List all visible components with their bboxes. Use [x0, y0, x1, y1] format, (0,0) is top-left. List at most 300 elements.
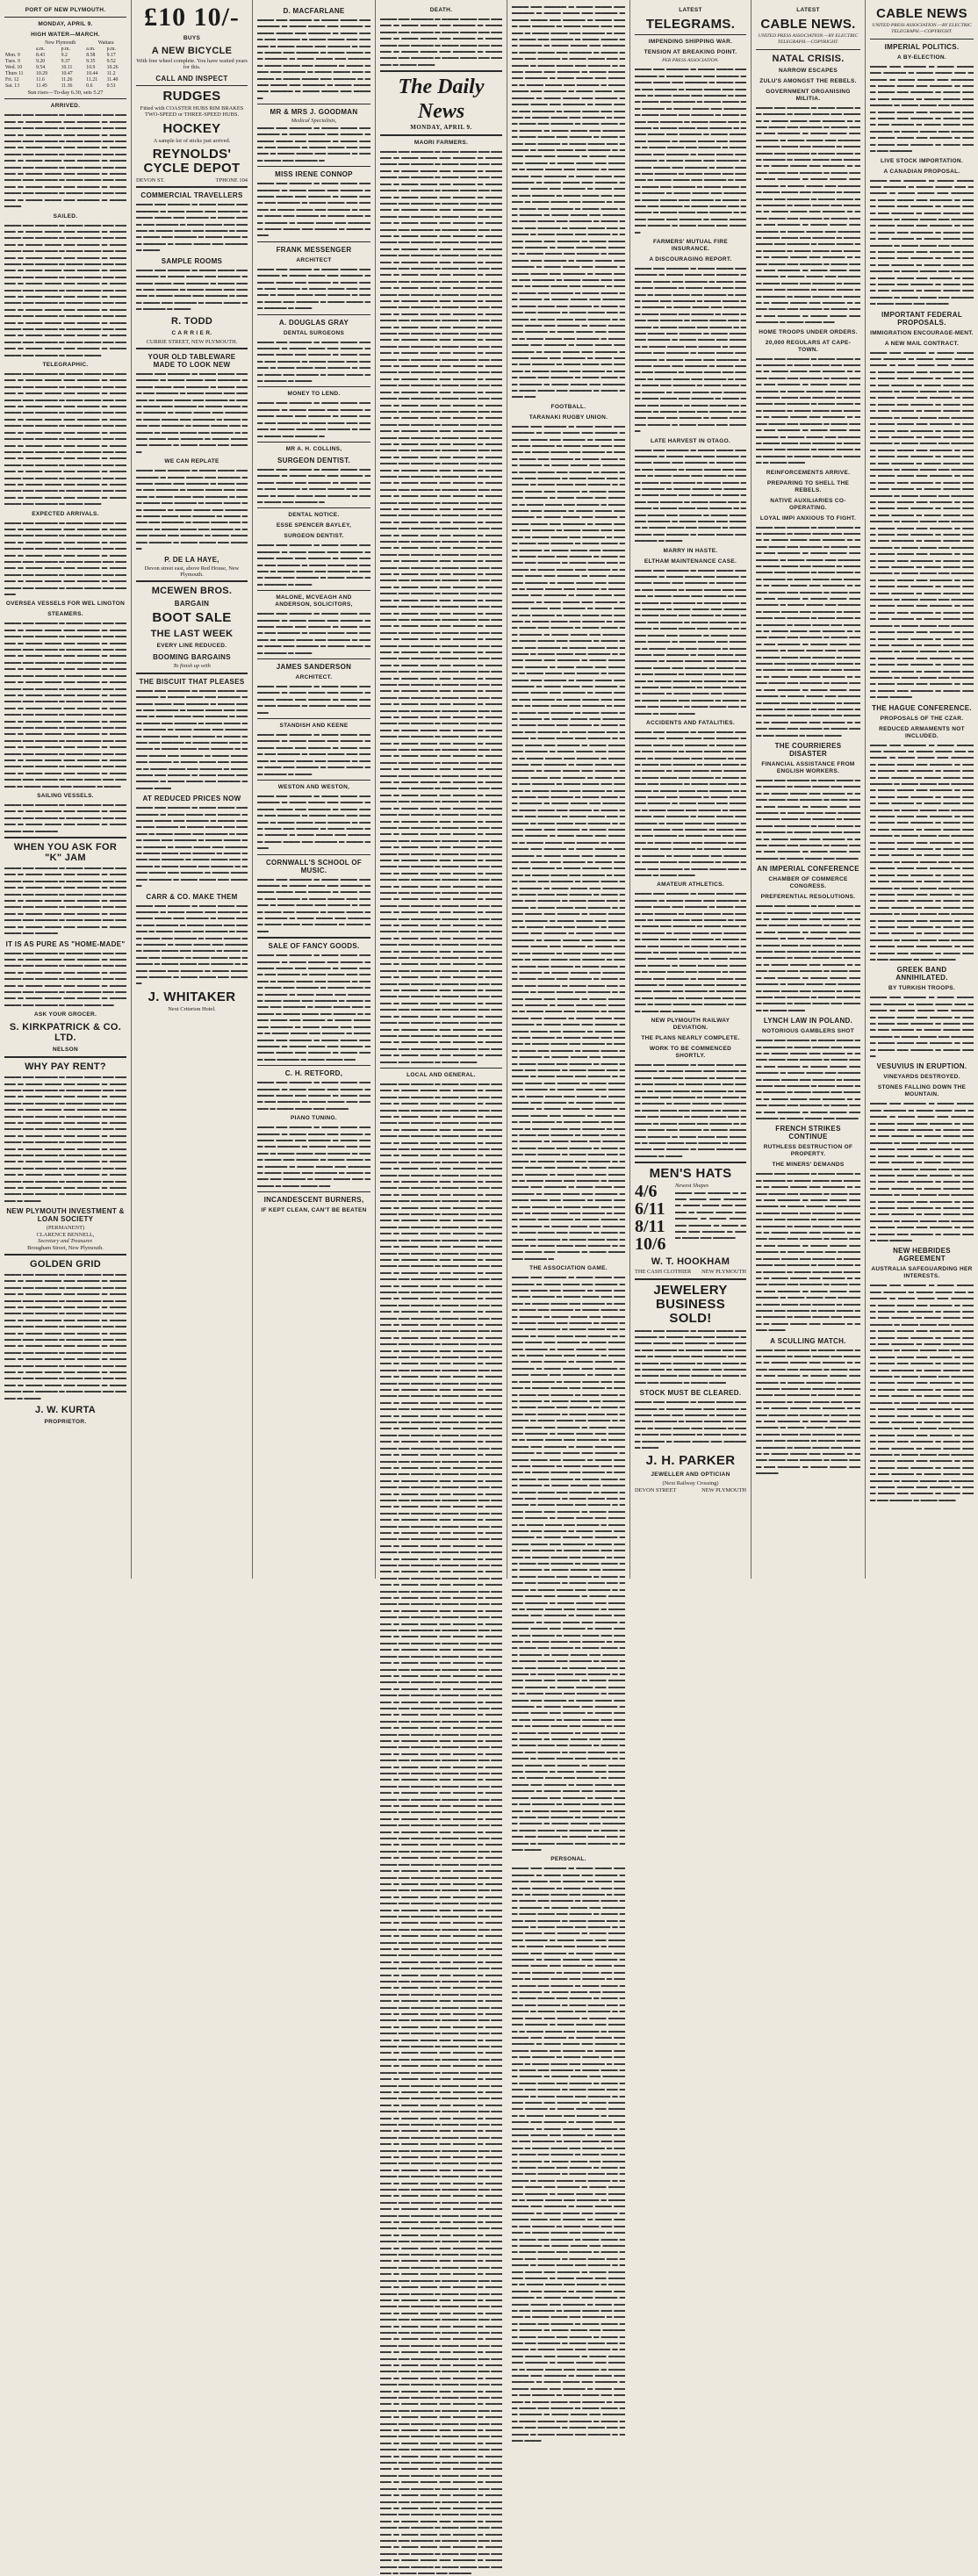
story-subheading: TENSION AT BREAKING POINT.: [644, 49, 737, 55]
rudges-title: RUDGES: [162, 88, 221, 104]
body-text: ▬▬▬ ▬▬ ▬▬▬▬ ▬ ▬▬▬ ▬▬▬ ▬▬ ▬▬▬▬ ▬ ▬▬▬ ▬▬▬ ▬▬ ▬▬▬▬ ▬ ▬▬▬ ▬▬▬ ▬▬ ▬▬▬▬ ▬ ▬▬▬ ▬▬▬ ▬▬ ▬▬▬▬ ▬ ▬▬▬ ▬▬▬ ▬▬ ▬▬▬▬ ▬ ▬▬▬ ▬▬▬ ▬▬ ▬▬▬▬ ▬ ▬▬▬ ▬▬▬ ▬▬ ▬▬▬▬ ▬ ▬▬▬ ▬▬▬ ▬▬ ▬▬▬▬ ▬ ▬▬▬ ▬▬▬ ▬▬ ▬▬▬▬ ▬ ▬▬▬ ▬▬▬ ▬▬ ▬▬▬▬ ▬ ▬▬▬ ▬▬▬ ▬▬ ▬▬▬▬ ▬ ▬▬▬ ▬▬▬ ▬▬ ▬▬▬▬ ▬ ▬▬▬ ▬▬▬ ▬▬ ▬▬▬▬ ▬ ▬▬▬ ▬▬▬ ▬▬ ▬▬▬▬ ▬ ▬▬▬ ▬▬▬ ▬▬ ▬▬▬▬ ▬ ▬▬▬ ▬▬▬ ▬▬ ▬▬▬▬ ▬ ▬▬▬ ▬▬▬ ▬▬ ▬▬▬▬ ▬ ▬▬▬ ▬▬▬ ▬▬ ▬▬▬▬ ▬ ▬▬▬ ▬▬▬ ▬▬ ▬▬▬▬ ▬ ▬▬▬ ▬▬▬ ▬▬ ▬▬▬▬ ▬ ▬▬▬ ▬▬▬ ▬▬ ▬▬▬▬ ▬ ▬▬▬ ▬▬▬ ▬▬ ▬▬▬▬ ▬ ▬▬▬ ▬▬▬ ▬▬ ▬▬▬▬ ▬ ▬▬▬ ▬▬▬ ▬▬ ▬▬▬▬: [756, 1346, 862, 1477]
divider: [635, 1162, 746, 1163]
divider: [257, 442, 370, 443]
story-subheading: WORK TO BE COMMENCED SHORTLY.: [649, 1046, 732, 1060]
rent-ad-title: WHY PAY RENT?: [25, 1061, 106, 1073]
story-subheading: REDUCED ARMAMENTS NOT INCLUDED.: [879, 725, 965, 739]
story-heading: ACCIDENTS AND FATALITIES.: [646, 719, 735, 726]
body-text: ▬▬▬ ▬▬ ▬▬▬▬ ▬ ▬▬▬ ▬▬▬ ▬▬ ▬▬▬▬ ▬ ▬▬▬ ▬▬▬ ▬▬ ▬▬▬▬ ▬ ▬▬▬ ▬▬▬ ▬▬ ▬▬▬▬ ▬ ▬▬▬ ▬▬▬ ▬▬ ▬▬▬▬ ▬ ▬▬▬ ▬▬▬ ▬▬ ▬▬▬▬ ▬ ▬▬▬ ▬▬▬ ▬▬ ▬▬▬▬ ▬ ▬▬▬ ▬▬▬ ▬▬ ▬▬▬▬ ▬ ▬▬▬ ▬▬▬ ▬▬ ▬▬▬▬ ▬ ▬▬▬ ▬▬▬ ▬▬ ▬▬▬▬ ▬ ▬▬▬ ▬▬▬ ▬▬ ▬▬▬▬ ▬ ▬▬▬ ▬▬▬ ▬▬ ▬▬▬▬ ▬ ▬▬▬ ▬▬▬ ▬▬ ▬▬▬▬ ▬ ▬▬▬ ▬▬▬ ▬▬ ▬▬▬▬ ▬ ▬▬▬ ▬▬▬ ▬▬ ▬▬▬▬ ▬ ▬▬▬ ▬▬▬ ▬▬ ▬▬▬▬ ▬ ▬▬▬ ▬▬▬ ▬▬ ▬▬▬▬ ▬ ▬▬▬ ▬▬▬ ▬▬ ▬▬▬▬ ▬ ▬▬▬ ▬▬▬ ▬▬ ▬▬▬▬ ▬ ▬▬▬ ▬▬▬ ▬▬ ▬▬▬▬ ▬ ▬▬▬ ▬▬▬ ▬▬ ▬▬▬▬ ▬ ▬▬▬ ▬▬▬: [136, 687, 249, 791]
story-heading: AMATEUR ATHLETICS.: [657, 881, 724, 889]
tide-cell: 10.47: [61, 71, 73, 76]
association-heading: THE ASSOCIATION GAME.: [529, 1265, 608, 1272]
telegrams-title: TELEGRAMS.: [645, 17, 736, 32]
jam-ad-title: WHEN YOU ASK FOR "K" JAM: [13, 842, 118, 864]
body-text: ▬▬▬ ▬▬ ▬▬▬▬ ▬ ▬▬▬ ▬▬▬ ▬▬ ▬▬▬▬ ▬ ▬▬▬ ▬▬▬ ▬▬ ▬▬▬▬ ▬ ▬▬▬ ▬▬▬ ▬▬ ▬▬▬▬ ▬ ▬▬▬ ▬▬▬ ▬▬ ▬▬▬▬ ▬ ▬▬▬ ▬▬▬ ▬▬ ▬▬▬▬ ▬ ▬▬▬ ▬▬▬ ▬▬ ▬▬▬▬ ▬ ▬▬▬ ▬▬▬ ▬▬ ▬▬▬▬ ▬ ▬▬▬ ▬▬▬ ▬▬ ▬▬▬▬ ▬ ▬▬▬ ▬▬▬ ▬▬ ▬▬▬▬ ▬ ▬▬▬ ▬▬▬ ▬▬ ▬▬▬▬ ▬ ▬▬▬ ▬▬▬ ▬▬ ▬▬▬▬ ▬ ▬▬▬ ▬▬▬ ▬▬ ▬▬▬▬ ▬ ▬▬▬ ▬▬▬ ▬▬ ▬▬▬▬ ▬ ▬▬▬ ▬▬▬ ▬▬ ▬▬▬▬ ▬ ▬▬▬ ▬▬▬ ▬▬ ▬▬▬▬ ▬ ▬▬▬ ▬▬▬ ▬▬ ▬▬▬▬ ▬ ▬▬▬ ▬▬▬ ▬▬ ▬▬▬▬ ▬ ▬▬▬ ▬▬▬ ▬▬ ▬▬▬▬ ▬ ▬▬▬ ▬▬▬ ▬▬ ▬▬▬▬ ▬ ▬▬▬ ▬▬▬ ▬▬ ▬▬▬▬ ▬ ▬▬▬ ▬▬▬: [4, 112, 128, 210]
card-title: A. DOUGLAS GRAY: [278, 318, 349, 327]
parker-address: (Next Railway Crossing): [662, 1480, 719, 1487]
story-heading: NEW HEBRIDES AGREEMENT: [893, 1247, 951, 1263]
whitaker-address: Next Criterion Hotel.: [168, 1005, 216, 1012]
bicycle-note: With free wheel complete. You have waited years for this.: [136, 58, 248, 71]
tide-cell: 11.21: [86, 77, 98, 83]
body-text: ▬▬▬ ▬▬ ▬▬▬▬ ▬ ▬▬▬ ▬▬▬ ▬▬ ▬▬▬▬ ▬ ▬▬▬ ▬▬▬ ▬▬ ▬▬▬▬ ▬ ▬▬▬ ▬▬▬ ▬▬ ▬▬▬▬ ▬ ▬▬▬ ▬▬▬ ▬▬ ▬▬▬▬ ▬ ▬▬▬ ▬▬▬ ▬▬ ▬▬▬▬ ▬ ▬▬▬ ▬▬▬ ▬▬ ▬▬▬▬ ▬ ▬▬▬ ▬▬▬ ▬▬ ▬▬▬▬ ▬ ▬▬▬ ▬▬▬ ▬▬ ▬▬▬▬ ▬ ▬▬▬ ▬▬▬ ▬▬ ▬▬▬▬ ▬ ▬▬▬ ▬▬▬ ▬▬ ▬▬▬▬ ▬ ▬▬▬ ▬▬▬ ▬▬ ▬▬▬▬ ▬ ▬▬▬ ▬▬▬ ▬▬ ▬▬▬▬ ▬ ▬▬▬ ▬▬▬ ▬▬ ▬▬▬▬ ▬ ▬▬▬ ▬▬▬ ▬▬ ▬▬▬▬ ▬ ▬▬▬ ▬▬▬ ▬▬ ▬▬▬▬ ▬ ▬▬▬ ▬▬▬ ▬▬ ▬▬▬▬ ▬ ▬▬▬ ▬▬▬ ▬▬ ▬▬▬▬ ▬ ▬▬▬ ▬▬▬ ▬▬ ▬▬▬▬ ▬ ▬▬▬ ▬▬▬ ▬▬ ▬▬▬▬ ▬ ▬▬▬ ▬▬▬ ▬▬ ▬▬▬▬ ▬ ▬▬▬ ▬▬▬ ▬▬ ▬▬▬▬ ▬ ▬▬▬ ▬▬▬ ▬▬ ▬▬▬▬ ▬ ▬▬▬ ▬▬▬ ▬▬ ▬▬▬▬ ▬ ▬▬▬ ▬▬▬ ▬▬ ▬▬▬▬: [870, 176, 975, 307]
card-title: MONEY TO LEND.: [287, 391, 341, 398]
tide-sub-cell: [4, 47, 35, 53]
rent-ad-address: Brougham Street, New Plymouth.: [27, 1244, 104, 1251]
tide-row: [4, 59, 126, 65]
expected-heading: EXPECTED ARRIVALS.: [32, 510, 99, 517]
divider: [4, 1056, 126, 1058]
tide-cell: 10.29: [35, 71, 48, 76]
tide-cell: 11.40: [106, 77, 119, 83]
column-sport: [507, 0, 630, 2444]
boot-sale-title: BOOT SALE: [152, 610, 232, 626]
hockey-note: A sample lot of sticks just arrived.: [153, 137, 231, 144]
story-heading: NEW PLYMOUTH RAILWAY DEVIATION.: [651, 1018, 730, 1032]
tide-cell: 9.54: [35, 65, 46, 70]
grid-ad-title: GOLDEN GRID: [30, 1258, 101, 1270]
story-subheading: THE PLANS NEARLY COMPLETE.: [641, 1035, 740, 1042]
story-subheading: A DISCOURAGING REPORT.: [649, 255, 732, 263]
card-title: DENTAL NOTICE.: [288, 512, 340, 519]
carr-title: CARR & CO. MAKE THEM: [146, 892, 238, 901]
body-text: ▬▬▬ ▬▬ ▬▬▬▬ ▬ ▬▬▬ ▬▬▬ ▬▬ ▬▬▬▬ ▬ ▬▬▬ ▬▬▬ ▬▬ ▬▬▬▬ ▬ ▬▬▬ ▬▬▬ ▬▬ ▬▬▬▬ ▬ ▬▬▬ ▬▬▬ ▬▬ ▬▬▬▬ ▬ ▬▬▬ ▬▬▬ ▬▬ ▬▬▬▬ ▬ ▬▬▬ ▬▬▬ ▬▬ ▬▬▬▬ ▬ ▬▬▬ ▬▬▬ ▬▬ ▬▬▬▬ ▬ ▬▬▬ ▬▬▬ ▬▬ ▬▬▬▬ ▬ ▬▬▬ ▬▬▬ ▬▬ ▬▬▬▬ ▬ ▬▬▬ ▬▬▬ ▬▬ ▬▬▬▬ ▬ ▬▬▬ ▬▬▬ ▬▬ ▬▬▬▬ ▬ ▬▬▬ ▬▬▬ ▬▬ ▬▬▬▬ ▬ ▬▬▬ ▬▬▬ ▬▬ ▬▬▬▬ ▬ ▬▬▬ ▬▬▬ ▬▬ ▬▬▬▬ ▬ ▬▬▬ ▬▬▬ ▬▬ ▬▬▬▬ ▬ ▬▬▬ ▬▬▬ ▬▬ ▬▬▬▬ ▬ ▬▬▬ ▬▬▬ ▬▬ ▬▬▬▬ ▬ ▬▬▬ ▬▬▬ ▬▬ ▬▬▬▬ ▬ ▬▬▬ ▬▬▬ ▬▬ ▬▬▬▬ ▬ ▬▬▬ ▬▬▬ ▬▬ ▬▬▬▬ ▬ ▬▬▬ ▬▬▬ ▬▬ ▬▬▬▬ ▬ ▬▬▬ ▬▬▬ ▬▬ ▬▬▬▬ ▬ ▬▬▬ ▬▬▬ ▬▬ ▬▬▬▬ ▬ ▬▬▬ ▬▬▬ ▬▬ ▬▬▬▬ ▬ ▬▬▬ ▬▬▬ ▬▬ ▬▬▬▬ ▬ ▬▬▬ ▬▬▬ ▬▬ ▬▬▬▬ ▬ ▬▬▬ ▬▬▬ ▬▬ ▬▬▬▬ ▬ ▬▬▬ ▬▬▬ ▬▬ ▬▬▬▬ ▬ ▬▬▬ ▬▬▬ ▬▬ ▬▬▬▬ ▬ ▬▬▬ ▬▬▬ ▬▬ ▬▬▬▬ ▬ ▬▬▬ ▬▬▬: [756, 1170, 862, 1334]
reduced-title: AT REDUCED PRICES NOW: [142, 795, 241, 803]
whitaker-title: J. WHITAKER: [147, 989, 236, 1004]
tide-table: [4, 40, 126, 90]
body-text: ▬▬▬ ▬▬ ▬▬▬▬ ▬ ▬▬▬ ▬▬▬ ▬▬ ▬▬▬▬ ▬ ▬▬▬ ▬▬▬ ▬▬ ▬▬▬▬ ▬ ▬▬▬ ▬▬▬ ▬▬ ▬▬▬▬ ▬ ▬▬▬ ▬▬▬ ▬▬ ▬▬▬▬ ▬ ▬▬▬ ▬▬▬ ▬▬ ▬▬▬▬ ▬ ▬▬▬ ▬▬▬ ▬▬ ▬▬▬▬ ▬ ▬▬▬ ▬▬▬ ▬▬ ▬▬▬▬ ▬ ▬▬▬ ▬▬▬ ▬▬ ▬▬▬▬ ▬ ▬▬▬ ▬▬▬ ▬▬ ▬▬▬▬ ▬ ▬▬▬ ▬▬▬ ▬▬ ▬▬▬▬ ▬ ▬▬▬ ▬▬▬ ▬▬ ▬▬▬▬ ▬ ▬▬▬ ▬▬▬ ▬▬ ▬▬▬▬ ▬ ▬▬▬ ▬▬▬ ▬▬ ▬▬▬▬ ▬ ▬▬▬ ▬▬▬ ▬▬ ▬▬▬▬ ▬ ▬▬▬ ▬▬▬ ▬▬ ▬▬▬▬ ▬ ▬▬▬ ▬▬▬ ▬▬ ▬▬▬▬: [870, 62, 975, 155]
story-subheading: NOTORIOUS GAMBLERS SHOT: [761, 1028, 854, 1035]
divider: [257, 854, 370, 855]
divider: [136, 186, 248, 188]
tide-sub-cell: p.m.: [61, 47, 70, 52]
body-text: ▬▬▬ ▬▬ ▬▬▬▬ ▬ ▬▬▬ ▬▬▬ ▬▬ ▬▬▬▬ ▬ ▬▬▬ ▬▬▬ ▬▬ ▬▬▬▬ ▬ ▬▬▬ ▬▬▬ ▬▬ ▬▬▬▬ ▬ ▬▬▬ ▬▬▬ ▬▬ ▬▬▬▬ ▬ ▬▬▬ ▬▬▬ ▬▬ ▬▬▬▬ ▬ ▬▬▬ ▬▬▬ ▬▬ ▬▬▬▬ ▬ ▬▬▬ ▬▬▬ ▬▬ ▬▬▬▬ ▬ ▬▬▬ ▬▬▬ ▬▬ ▬▬▬▬ ▬ ▬▬▬ ▬▬▬ ▬▬ ▬▬▬▬ ▬ ▬▬▬ ▬▬▬ ▬▬ ▬▬▬▬ ▬ ▬▬▬ ▬▬▬ ▬▬ ▬▬▬▬ ▬ ▬▬▬ ▬▬▬ ▬▬ ▬▬▬▬ ▬ ▬▬▬ ▬▬▬ ▬▬: [4, 949, 128, 1008]
card-title: MR & MRS J. GOODMAN: [270, 108, 358, 117]
jewelery-title: JEWELERY BUSINESS SOLD!: [653, 1282, 728, 1326]
body-text: ▬▬▬ ▬▬ ▬▬▬▬ ▬ ▬▬▬ ▬▬▬ ▬▬ ▬▬▬▬ ▬ ▬▬▬ ▬▬▬ ▬▬ ▬▬▬▬ ▬ ▬▬▬ ▬▬▬ ▬▬ ▬▬▬▬ ▬ ▬▬▬ ▬▬▬ ▬▬ ▬▬▬▬ ▬ ▬▬▬ ▬▬▬ ▬▬ ▬▬▬▬ ▬ ▬▬▬ ▬▬▬ ▬▬ ▬▬▬▬ ▬ ▬▬▬ ▬▬▬ ▬▬ ▬▬▬▬ ▬: [257, 399, 372, 439]
latest-label: LATEST: [679, 7, 702, 13]
bicycle-title: A NEW BICYCLE: [151, 46, 233, 56]
cash-clothier: THE CASH CLOTHIER: [635, 1269, 692, 1276]
body-text: ▬▬▬ ▬▬ ▬▬▬▬ ▬ ▬▬▬ ▬▬▬ ▬▬ ▬▬▬▬ ▬ ▬▬▬ ▬▬▬ ▬▬ ▬▬▬▬ ▬ ▬▬▬ ▬▬▬ ▬▬ ▬▬▬▬ ▬ ▬▬▬ ▬▬▬ ▬▬ ▬▬▬▬ ▬ ▬▬▬ ▬▬▬ ▬▬ ▬▬▬▬ ▬ ▬▬▬ ▬▬▬ ▬▬ ▬▬▬▬ ▬ ▬▬▬ ▬▬▬ ▬▬ ▬▬▬▬ ▬ ▬▬▬ ▬▬▬ ▬▬ ▬▬▬▬ ▬ ▬▬▬ ▬▬▬ ▬▬ ▬▬▬▬ ▬ ▬▬▬ ▬▬▬ ▬▬ ▬▬▬▬ ▬ ▬▬▬ ▬▬▬ ▬▬ ▬▬▬▬ ▬ ▬▬▬ ▬▬▬ ▬▬ ▬▬▬▬ ▬ ▬▬▬ ▬▬▬ ▬▬ ▬▬▬▬ ▬ ▬▬▬ ▬▬▬ ▬▬ ▬▬▬▬ ▬ ▬▬▬ ▬▬▬ ▬▬ ▬▬▬▬ ▬ ▬▬▬ ▬▬▬ ▬▬ ▬▬▬▬ ▬ ▬▬▬ ▬▬▬ ▬▬ ▬▬▬▬ ▬ ▬▬▬ ▬▬▬ ▬▬ ▬▬▬▬ ▬ ▬▬▬ ▬▬▬ ▬▬ ▬▬▬▬ ▬ ▬▬▬ ▬▬▬ ▬▬ ▬▬▬▬ ▬ ▬▬▬ ▬▬▬ ▬▬ ▬▬▬▬ ▬ ▬▬▬ ▬▬▬ ▬▬ ▬▬▬▬ ▬ ▬▬▬ ▬▬▬ ▬▬ ▬▬▬▬ ▬ ▬▬▬ ▬▬▬ ▬▬ ▬▬▬▬ ▬ ▬▬▬ ▬▬▬ ▬▬ ▬▬▬▬ ▬ ▬▬▬ ▬▬▬ ▬▬ ▬▬▬▬ ▬ ▬▬▬ ▬▬▬ ▬▬ ▬▬▬▬ ▬ ▬▬▬ ▬▬▬ ▬▬ ▬▬▬▬ ▬ ▬▬▬ ▬▬▬ ▬▬ ▬▬▬▬ ▬ ▬▬▬ ▬▬▬ ▬▬ ▬▬▬▬ ▬ ▬▬▬ ▬▬▬ ▬▬ ▬▬▬▬ ▬ ▬▬▬ ▬▬▬ ▬▬ ▬▬▬▬ ▬ ▬▬▬ ▬▬▬ ▬▬ ▬▬▬▬ ▬ ▬▬▬ ▬▬▬ ▬▬ ▬▬▬▬: [635, 66, 748, 235]
body-text: ▬▬▬ ▬▬ ▬▬▬▬ ▬ ▬▬▬ ▬▬▬ ▬▬ ▬▬▬▬ ▬ ▬▬▬ ▬▬▬ ▬▬ ▬▬▬▬ ▬ ▬▬▬ ▬▬▬ ▬▬ ▬▬▬▬ ▬ ▬▬▬ ▬▬▬ ▬▬ ▬▬▬▬ ▬ ▬▬▬ ▬▬▬ ▬▬ ▬▬▬▬ ▬ ▬▬▬ ▬▬▬ ▬▬ ▬▬▬▬ ▬ ▬▬▬ ▬▬▬ ▬▬ ▬▬▬▬ ▬ ▬▬▬ ▬▬▬ ▬▬ ▬▬▬▬ ▬ ▬▬▬ ▬▬▬ ▬▬ ▬▬▬▬ ▬ ▬▬▬ ▬▬▬ ▬▬ ▬▬▬▬ ▬ ▬▬▬ ▬▬▬ ▬▬ ▬▬▬▬ ▬ ▬▬▬ ▬▬▬ ▬▬ ▬▬▬▬ ▬ ▬▬▬ ▬▬▬ ▬▬ ▬▬▬▬ ▬ ▬▬▬ ▬▬▬ ▬▬ ▬▬▬▬ ▬ ▬▬▬ ▬▬▬ ▬▬ ▬▬▬▬ ▬ ▬▬▬ ▬▬▬ ▬▬ ▬▬▬▬: [756, 776, 862, 861]
oversea-heading: OVERSEA VESSELS FOR WEL LINGTON: [5, 601, 126, 608]
hat-note-title: Newest Shapes: [675, 1183, 709, 1190]
column-ads-left: [132, 0, 253, 1579]
hat-price: 10/6: [635, 1234, 666, 1255]
story-subheading: IMMIGRATION ENCOURAGE-MENT.: [870, 329, 974, 336]
reynolds-footer: [136, 177, 248, 183]
personal-heading: PERSONAL.: [550, 1856, 586, 1863]
story-heading: THE HAGUE CONFERENCE.: [872, 703, 972, 712]
card-title: SALE OF FANCY GOODS.: [268, 942, 360, 951]
tide-cell: 0.6: [86, 83, 93, 89]
body-text: ▬▬▬ ▬▬ ▬▬▬▬ ▬ ▬▬▬ ▬▬▬ ▬▬ ▬▬▬▬ ▬ ▬▬▬ ▬▬▬ ▬▬ ▬▬▬▬ ▬ ▬▬▬ ▬▬▬ ▬▬ ▬▬▬▬ ▬ ▬▬▬ ▬▬▬ ▬▬ ▬▬▬▬ ▬ ▬▬▬ ▬▬▬ ▬▬ ▬▬▬▬ ▬ ▬▬▬ ▬▬▬ ▬▬ ▬▬▬▬ ▬ ▬▬▬ ▬▬▬ ▬▬ ▬▬▬▬ ▬ ▬▬▬ ▬▬▬ ▬▬ ▬▬▬▬ ▬ ▬▬▬ ▬▬▬ ▬▬ ▬▬▬▬ ▬ ▬▬▬ ▬▬▬ ▬▬ ▬▬▬▬ ▬ ▬▬▬ ▬▬▬ ▬▬ ▬▬▬▬ ▬ ▬▬▬ ▬▬▬ ▬▬ ▬▬▬▬ ▬ ▬▬▬ ▬▬▬ ▬▬ ▬▬▬▬ ▬ ▬▬▬ ▬▬▬ ▬▬ ▬▬▬▬ ▬ ▬▬▬ ▬▬▬ ▬▬ ▬▬▬▬ ▬ ▬▬▬ ▬▬▬ ▬▬ ▬▬▬▬ ▬ ▬▬▬ ▬▬▬ ▬▬ ▬▬▬▬ ▬ ▬▬▬ ▬▬▬ ▬▬ ▬▬▬▬ ▬ ▬▬▬ ▬▬▬ ▬▬ ▬▬▬▬ ▬ ▬▬▬ ▬▬▬ ▬▬ ▬▬▬▬ ▬ ▬▬▬ ▬▬▬ ▬▬ ▬▬▬▬ ▬ ▬▬▬ ▬▬▬ ▬▬ ▬▬▬▬ ▬ ▬▬▬ ▬▬▬ ▬▬ ▬▬▬▬ ▬ ▬▬▬ ▬▬▬ ▬▬ ▬▬▬▬ ▬ ▬▬▬ ▬▬▬ ▬▬ ▬▬▬▬ ▬ ▬▬▬ ▬▬▬ ▬▬ ▬▬▬▬ ▬ ▬▬▬ ▬▬▬ ▬▬ ▬▬▬▬ ▬ ▬▬▬ ▬▬▬ ▬▬ ▬▬▬▬ ▬ ▬▬▬ ▬▬▬ ▬▬ ▬▬▬▬ ▬ ▬▬▬ ▬▬▬ ▬▬ ▬▬▬▬ ▬ ▬▬▬ ▬▬▬ ▬▬ ▬▬▬▬ ▬ ▬▬▬ ▬▬▬ ▬▬ ▬▬▬▬ ▬ ▬▬▬ ▬▬▬ ▬▬ ▬▬▬▬ ▬ ▬▬▬ ▬▬▬ ▬▬ ▬▬▬▬ ▬ ▬▬▬ ▬▬▬ ▬▬ ▬▬▬▬ ▬ ▬▬▬ ▬▬▬ ▬▬ ▬▬▬▬ ▬ ▬▬▬ ▬▬▬ ▬▬ ▬▬▬▬ ▬ ▬▬▬ ▬▬▬ ▬▬ ▬▬▬▬ ▬ ▬▬▬ ▬▬▬ ▬▬ ▬▬▬▬ ▬ ▬▬▬ ▬▬▬ ▬▬ ▬▬▬▬ ▬ ▬▬▬ ▬▬▬ ▬▬ ▬▬▬▬ ▬ ▬▬▬ ▬▬▬ ▬▬ ▬▬▬▬ ▬ ▬▬▬ ▬▬▬ ▬▬ ▬▬▬▬ ▬ ▬▬▬ ▬▬▬ ▬▬ ▬▬▬▬ ▬ ▬▬▬ ▬▬▬ ▬▬ ▬▬▬▬ ▬ ▬▬▬ ▬▬▬ ▬▬ ▬▬▬▬ ▬ ▬▬▬ ▬▬▬ ▬▬ ▬▬▬▬ ▬ ▬▬▬ ▬▬▬ ▬▬ ▬▬▬▬ ▬ ▬▬▬ ▬▬▬ ▬▬ ▬▬▬▬ ▬ ▬▬▬ ▬▬▬ ▬▬ ▬▬▬▬ ▬ ▬▬▬ ▬▬▬ ▬▬ ▬▬▬▬ ▬ ▬▬▬ ▬▬▬ ▬▬ ▬▬▬▬ ▬ ▬▬▬ ▬▬▬ ▬▬ ▬▬▬▬ ▬ ▬▬▬ ▬▬▬ ▬▬ ▬▬▬▬ ▬ ▬▬▬ ▬▬▬ ▬▬ ▬▬▬▬ ▬ ▬▬▬ ▬▬▬ ▬▬ ▬▬▬▬ ▬ ▬▬▬ ▬▬▬ ▬▬ ▬▬▬▬ ▬ ▬▬▬ ▬▬▬ ▬▬ ▬▬▬▬ ▬ ▬▬▬ ▬▬▬ ▬▬ ▬▬▬▬ ▬ ▬▬▬ ▬▬▬ ▬▬ ▬▬▬▬ ▬ ▬▬▬ ▬▬▬ ▬▬ ▬▬▬▬ ▬ ▬▬▬ ▬▬▬ ▬▬ ▬▬▬▬ ▬ ▬▬▬ ▬▬▬ ▬▬ ▬▬▬▬ ▬ ▬▬▬ ▬▬▬ ▬▬ ▬▬▬▬ ▬ ▬▬▬ ▬▬▬ ▬▬ ▬▬▬▬ ▬ ▬▬▬ ▬▬▬ ▬▬ ▬▬▬▬ ▬ ▬▬▬ ▬▬▬ ▬▬ ▬▬▬▬ ▬ ▬▬▬ ▬▬▬ ▬▬ ▬▬▬▬ ▬ ▬▬▬ ▬▬▬ ▬▬ ▬▬▬▬ ▬ ▬▬▬ ▬▬▬ ▬▬ ▬▬▬▬ ▬ ▬▬▬ ▬▬▬ ▬▬ ▬▬▬▬ ▬ ▬▬▬ ▬▬▬ ▬▬ ▬▬▬▬ ▬ ▬▬▬ ▬▬▬ ▬▬ ▬▬▬▬ ▬ ▬▬▬ ▬▬▬ ▬▬ ▬▬▬▬ ▬ ▬▬▬ ▬▬▬ ▬▬ ▬▬▬▬ ▬ ▬▬▬ ▬▬▬ ▬▬ ▬▬▬▬ ▬ ▬▬▬ ▬▬▬ ▬▬ ▬▬▬▬ ▬ ▬▬▬ ▬▬▬ ▬▬ ▬▬▬▬ ▬ ▬▬▬ ▬▬▬ ▬▬ ▬▬▬▬ ▬ ▬▬▬ ▬▬▬ ▬▬ ▬▬▬▬ ▬ ▬▬▬ ▬▬▬ ▬▬ ▬▬▬▬ ▬ ▬▬▬ ▬▬▬ ▬▬ ▬▬▬▬ ▬ ▬▬▬ ▬▬▬ ▬▬ ▬▬▬▬ ▬ ▬▬▬ ▬▬▬ ▬▬ ▬▬▬▬ ▬ ▬▬▬ ▬▬▬ ▬▬ ▬▬▬▬ ▬ ▬▬▬ ▬▬▬ ▬▬ ▬▬▬▬ ▬ ▬▬▬ ▬▬▬ ▬▬ ▬▬▬▬ ▬ ▬▬▬ ▬▬▬ ▬▬ ▬▬▬▬ ▬ ▬▬▬ ▬▬▬ ▬▬ ▬▬▬▬ ▬ ▬▬▬ ▬▬▬ ▬▬ ▬▬▬▬ ▬ ▬▬▬ ▬▬▬ ▬▬ ▬▬▬▬ ▬ ▬▬▬ ▬▬▬ ▬▬ ▬▬▬▬ ▬ ▬▬▬ ▬▬▬ ▬▬ ▬▬▬▬ ▬ ▬▬▬ ▬▬▬ ▬▬ ▬▬▬▬ ▬ ▬▬▬ ▬▬▬ ▬▬ ▬▬▬▬ ▬ ▬▬▬ ▬▬▬ ▬▬ ▬▬▬▬ ▬ ▬▬▬ ▬▬▬ ▬▬ ▬▬▬▬ ▬ ▬▬▬ ▬▬▬ ▬▬ ▬▬▬▬ ▬ ▬▬▬ ▬▬▬ ▬▬ ▬▬▬▬ ▬ ▬▬▬ ▬▬▬ ▬▬ ▬▬▬▬ ▬ ▬▬▬ ▬▬▬ ▬▬ ▬▬▬▬ ▬ ▬▬▬ ▬▬▬ ▬▬ ▬▬▬▬ ▬ ▬▬▬ ▬▬▬ ▬▬ ▬▬▬▬ ▬ ▬▬▬ ▬▬▬ ▬▬ ▬▬▬▬ ▬ ▬▬▬ ▬▬▬ ▬▬ ▬▬▬▬ ▬ ▬▬▬ ▬▬▬ ▬▬ ▬▬▬▬ ▬ ▬▬▬ ▬▬▬ ▬▬ ▬▬▬▬ ▬ ▬▬▬ ▬▬▬ ▬▬ ▬▬▬▬ ▬ ▬▬▬ ▬▬▬ ▬▬ ▬▬▬▬ ▬ ▬▬▬ ▬▬▬ ▬▬ ▬▬▬▬ ▬ ▬▬▬ ▬▬▬ ▬▬ ▬▬▬▬ ▬ ▬▬▬ ▬▬▬ ▬▬ ▬▬▬▬ ▬ ▬▬▬ ▬▬▬ ▬▬ ▬▬▬▬ ▬ ▬▬▬ ▬▬▬ ▬▬ ▬▬▬▬ ▬ ▬▬▬ ▬▬▬ ▬▬ ▬▬▬▬ ▬ ▬▬▬ ▬▬▬ ▬▬ ▬▬▬▬ ▬ ▬▬▬ ▬▬▬ ▬▬ ▬▬▬▬ ▬ ▬▬▬ ▬▬▬ ▬▬ ▬▬▬▬ ▬ ▬▬▬ ▬▬▬ ▬▬ ▬▬▬▬ ▬ ▬▬▬ ▬▬▬ ▬▬ ▬▬▬▬ ▬ ▬▬▬ ▬▬▬ ▬▬ ▬▬▬▬ ▬ ▬▬▬ ▬▬▬: [512, 1865, 627, 2444]
body-text: ▬▬▬ ▬▬ ▬▬▬▬ ▬ ▬▬▬ ▬▬▬ ▬▬ ▬▬▬▬ ▬ ▬▬▬ ▬▬▬ ▬▬ ▬▬▬▬ ▬ ▬▬▬ ▬▬▬ ▬▬ ▬▬▬▬ ▬ ▬▬▬ ▬▬▬ ▬▬ ▬▬▬▬ ▬ ▬▬▬ ▬▬▬ ▬▬ ▬▬▬▬ ▬ ▬▬▬ ▬▬▬ ▬▬ ▬▬▬▬ ▬ ▬▬▬ ▬▬▬ ▬▬ ▬▬▬▬ ▬ ▬▬▬ ▬▬▬ ▬▬ ▬▬▬▬ ▬ ▬▬▬ ▬▬▬ ▬▬ ▬▬▬▬ ▬ ▬▬▬ ▬▬▬ ▬▬ ▬▬▬▬ ▬ ▬▬▬ ▬▬▬ ▬▬ ▬▬▬▬ ▬ ▬▬▬ ▬▬▬ ▬▬ ▬▬▬▬ ▬ ▬▬▬ ▬▬▬ ▬▬ ▬▬▬▬ ▬ ▬▬▬ ▬▬▬ ▬▬ ▬▬▬▬ ▬ ▬▬▬ ▬▬▬ ▬▬ ▬▬▬▬ ▬ ▬▬▬ ▬▬▬ ▬▬ ▬▬▬▬ ▬ ▬▬▬ ▬▬▬ ▬▬ ▬▬▬▬ ▬ ▬▬▬ ▬▬▬ ▬▬ ▬▬▬▬ ▬ ▬▬▬ ▬▬▬ ▬▬ ▬▬▬▬ ▬ ▬▬▬ ▬▬▬ ▬▬ ▬▬▬▬ ▬ ▬▬▬ ▬▬▬ ▬▬ ▬▬▬▬ ▬ ▬▬▬ ▬▬▬ ▬▬ ▬▬▬▬ ▬ ▬▬▬ ▬▬▬ ▬▬ ▬▬▬▬ ▬ ▬▬▬ ▬▬▬ ▬▬ ▬▬▬▬ ▬ ▬▬▬ ▬▬▬ ▬▬ ▬▬▬▬ ▬ ▬▬▬ ▬▬▬ ▬▬ ▬▬▬▬ ▬ ▬▬▬ ▬▬▬ ▬▬ ▬▬▬▬ ▬ ▬▬▬ ▬▬▬ ▬▬ ▬▬▬▬ ▬ ▬▬▬ ▬▬▬ ▬▬ ▬▬▬▬ ▬ ▬▬▬ ▬▬▬ ▬▬ ▬▬▬▬ ▬ ▬▬▬ ▬▬▬ ▬▬ ▬▬▬▬ ▬ ▬▬▬ ▬▬▬ ▬▬ ▬▬▬▬ ▬ ▬▬▬ ▬▬▬ ▬▬ ▬▬▬▬ ▬ ▬▬▬ ▬▬▬ ▬▬ ▬▬▬▬: [635, 264, 748, 435]
column-editorial: [376, 0, 507, 2576]
story-subheading: FINANCIAL ASSISTANCE FROM ENGLISH WORKERS.: [761, 760, 855, 774]
biscuit-title: THE BISCUIT THAT PLEASES: [139, 677, 245, 686]
story-subheading: THE MINERS' DEMANDS: [772, 1162, 845, 1169]
story-heading: THE COURRIERES DISASTER: [774, 741, 842, 758]
story-heading: IMPERIAL POLITICS.: [884, 42, 960, 51]
divider: [257, 314, 370, 315]
divider: [380, 70, 502, 72]
todd-title: R. TODD: [170, 315, 213, 327]
body-text: ▬▬▬ ▬▬ ▬▬▬▬ ▬ ▬▬▬ ▬▬▬ ▬▬ ▬▬▬▬ ▬ ▬▬▬ ▬▬▬ ▬▬ ▬▬▬▬ ▬ ▬▬▬ ▬▬▬ ▬▬ ▬▬▬▬ ▬ ▬▬▬ ▬▬▬ ▬▬ ▬▬▬▬ ▬ ▬▬▬ ▬▬▬ ▬▬ ▬▬▬▬ ▬ ▬▬▬ ▬▬▬ ▬▬ ▬▬▬▬ ▬ ▬▬▬ ▬▬▬ ▬▬ ▬▬▬▬ ▬ ▬▬▬ ▬▬▬ ▬▬ ▬▬▬▬ ▬ ▬▬▬ ▬▬▬ ▬▬ ▬▬▬▬ ▬ ▬▬▬ ▬▬▬ ▬▬ ▬▬▬▬ ▬ ▬▬▬ ▬▬▬ ▬▬ ▬▬▬▬ ▬ ▬▬▬ ▬▬▬ ▬▬ ▬▬▬▬ ▬ ▬▬▬ ▬▬▬ ▬▬ ▬▬▬▬ ▬ ▬▬▬ ▬▬▬ ▬▬ ▬▬▬▬ ▬ ▬▬▬ ▬▬▬ ▬▬ ▬▬▬▬: [4, 865, 128, 937]
story-subheading: ELTHAM MAINTENANCE CASE.: [644, 558, 737, 565]
telegraphic-heading: TELEGRAPHIC.: [42, 362, 89, 369]
card-sub: ARCHITECT.: [295, 674, 333, 681]
body-text: ▬▬▬ ▬▬ ▬▬▬▬ ▬ ▬▬▬ ▬▬▬ ▬▬ ▬▬▬▬ ▬ ▬▬▬ ▬▬▬ ▬▬ ▬▬▬▬ ▬ ▬▬▬ ▬▬▬ ▬▬ ▬▬▬▬ ▬ ▬▬▬ ▬▬▬ ▬▬ ▬▬▬▬ ▬ ▬▬▬ ▬▬▬ ▬▬ ▬▬▬▬ ▬ ▬▬▬ ▬▬▬ ▬▬ ▬▬▬▬ ▬ ▬▬▬ ▬▬▬ ▬▬ ▬▬▬▬ ▬ ▬▬▬ ▬▬▬ ▬▬ ▬▬▬▬ ▬ ▬▬▬ ▬▬▬ ▬▬ ▬▬▬▬ ▬ ▬▬▬ ▬▬▬ ▬▬ ▬▬▬▬ ▬ ▬▬▬ ▬▬▬ ▬▬ ▬▬▬▬ ▬ ▬▬▬ ▬▬▬ ▬▬ ▬▬▬▬ ▬ ▬▬▬ ▬▬▬ ▬▬ ▬▬▬▬ ▬ ▬▬▬ ▬▬▬ ▬▬ ▬▬▬▬ ▬ ▬▬▬ ▬▬▬ ▬▬ ▬▬▬▬ ▬ ▬▬▬ ▬▬▬ ▬▬ ▬▬▬▬ ▬ ▬▬▬ ▬▬▬ ▬▬ ▬▬▬▬ ▬ ▬▬▬ ▬▬▬ ▬▬ ▬▬▬▬ ▬ ▬▬▬ ▬▬▬ ▬▬ ▬▬▬▬ ▬ ▬▬▬ ▬▬▬ ▬▬ ▬▬▬▬ ▬ ▬▬▬ ▬▬▬ ▬▬ ▬▬▬▬ ▬ ▬▬▬ ▬▬▬ ▬▬ ▬▬▬▬ ▬ ▬▬▬ ▬▬▬ ▬▬ ▬▬▬▬ ▬ ▬▬▬ ▬▬▬ ▬▬ ▬▬▬▬ ▬ ▬▬▬ ▬▬▬ ▬▬ ▬▬▬▬ ▬ ▬▬▬ ▬▬▬ ▬▬ ▬▬▬▬ ▬ ▬▬▬ ▬▬▬ ▬▬ ▬▬▬▬ ▬ ▬▬▬ ▬▬▬ ▬▬ ▬▬▬▬ ▬ ▬▬▬ ▬▬▬ ▬▬ ▬▬▬▬ ▬ ▬▬▬ ▬▬▬ ▬▬ ▬▬▬▬ ▬ ▬▬▬ ▬▬▬ ▬▬ ▬▬▬▬ ▬ ▬▬▬ ▬▬▬ ▬▬ ▬▬▬▬ ▬ ▬▬▬ ▬▬▬ ▬▬ ▬▬▬▬ ▬ ▬▬▬ ▬▬▬ ▬▬ ▬▬▬▬ ▬ ▬▬▬ ▬▬▬ ▬▬ ▬▬▬▬ ▬ ▬▬▬ ▬▬▬ ▬▬ ▬▬▬▬ ▬ ▬▬▬ ▬▬▬ ▬▬ ▬▬▬▬ ▬ ▬▬▬ ▬▬▬ ▬▬ ▬▬▬▬ ▬ ▬▬▬ ▬▬▬ ▬▬ ▬▬▬▬ ▬ ▬▬▬ ▬▬▬ ▬▬ ▬▬▬▬ ▬ ▬▬▬ ▬▬▬ ▬▬ ▬▬▬▬ ▬ ▬▬▬ ▬▬▬ ▬▬ ▬▬▬▬ ▬ ▬▬▬ ▬▬▬ ▬▬ ▬▬▬▬ ▬ ▬▬▬ ▬▬▬ ▬▬ ▬▬▬▬ ▬ ▬▬▬ ▬▬▬ ▬▬ ▬▬▬▬ ▬ ▬▬▬ ▬▬▬ ▬▬ ▬▬▬▬ ▬ ▬▬▬ ▬▬▬ ▬▬ ▬▬▬▬ ▬ ▬▬▬ ▬▬▬ ▬▬ ▬▬▬▬ ▬ ▬▬▬ ▬▬▬ ▬▬ ▬▬▬▬ ▬ ▬▬▬ ▬▬▬ ▬▬ ▬▬▬▬ ▬ ▬▬▬ ▬▬▬ ▬▬ ▬▬▬▬ ▬ ▬▬▬ ▬▬▬ ▬▬ ▬▬▬▬ ▬ ▬▬▬ ▬▬▬ ▬▬ ▬▬▬▬ ▬ ▬▬▬ ▬▬▬ ▬▬ ▬▬▬▬ ▬ ▬▬▬ ▬▬▬ ▬▬ ▬▬▬▬ ▬ ▬▬▬ ▬▬▬ ▬▬ ▬▬▬▬ ▬ ▬▬▬ ▬▬▬ ▬▬ ▬▬▬▬ ▬ ▬▬▬ ▬▬▬ ▬▬ ▬▬▬▬ ▬ ▬▬▬ ▬▬▬ ▬▬ ▬▬▬▬ ▬ ▬▬▬ ▬▬▬ ▬▬ ▬▬▬▬ ▬ ▬▬▬ ▬▬▬ ▬▬ ▬▬▬▬ ▬ ▬▬▬ ▬▬▬ ▬▬ ▬▬▬▬ ▬ ▬▬▬ ▬▬▬ ▬▬ ▬▬▬▬ ▬ ▬▬▬ ▬▬▬ ▬▬ ▬▬▬▬ ▬ ▬▬▬ ▬▬▬ ▬▬ ▬▬▬▬ ▬ ▬▬▬ ▬▬▬ ▬▬ ▬▬▬▬ ▬ ▬▬▬ ▬▬▬ ▬▬ ▬▬▬▬ ▬ ▬▬▬ ▬▬▬ ▬▬ ▬▬▬▬ ▬ ▬▬▬ ▬▬▬ ▬▬ ▬▬▬▬ ▬ ▬▬▬ ▬▬▬ ▬▬ ▬▬▬▬ ▬ ▬▬▬ ▬▬▬ ▬▬ ▬▬▬▬ ▬ ▬▬▬ ▬▬▬ ▬▬ ▬▬▬▬ ▬ ▬▬▬ ▬▬▬ ▬▬ ▬▬▬▬ ▬ ▬▬▬ ▬▬▬ ▬▬ ▬▬▬▬ ▬ ▬▬▬ ▬▬▬ ▬▬ ▬▬▬▬ ▬ ▬▬▬ ▬▬▬ ▬▬ ▬▬▬▬ ▬ ▬▬▬ ▬▬▬ ▬▬ ▬▬▬▬ ▬ ▬▬▬ ▬▬▬ ▬▬ ▬▬▬▬ ▬ ▬▬▬ ▬▬▬ ▬▬ ▬▬▬▬ ▬ ▬▬▬ ▬▬▬ ▬▬ ▬▬▬▬ ▬ ▬▬▬ ▬▬▬ ▬▬ ▬▬▬▬ ▬ ▬▬▬ ▬▬▬ ▬▬ ▬▬▬▬ ▬ ▬▬▬ ▬▬▬ ▬▬ ▬▬▬▬ ▬ ▬▬▬ ▬▬▬ ▬▬ ▬▬▬▬ ▬ ▬▬▬ ▬▬▬ ▬▬ ▬▬▬▬ ▬ ▬▬▬ ▬▬▬ ▬▬ ▬▬▬▬ ▬ ▬▬▬ ▬▬▬ ▬▬ ▬▬▬▬ ▬ ▬▬▬ ▬▬▬ ▬▬ ▬▬▬▬ ▬ ▬▬▬ ▬▬▬ ▬▬ ▬▬▬▬ ▬ ▬▬▬ ▬▬▬ ▬▬ ▬▬▬▬ ▬ ▬▬▬ ▬▬▬ ▬▬ ▬▬▬▬ ▬ ▬▬▬ ▬▬▬ ▬▬ ▬▬▬▬ ▬ ▬▬▬ ▬▬▬ ▬▬ ▬▬▬▬ ▬ ▬▬▬ ▬▬▬ ▬▬ ▬▬▬▬ ▬ ▬▬▬ ▬▬▬ ▬▬ ▬▬▬▬ ▬ ▬▬▬ ▬▬▬ ▬▬ ▬▬▬▬ ▬ ▬▬▬ ▬▬▬ ▬▬ ▬▬▬▬ ▬ ▬▬▬ ▬▬▬ ▬▬ ▬▬▬▬ ▬ ▬▬▬ ▬▬▬ ▬▬ ▬▬▬▬ ▬ ▬▬▬ ▬▬▬ ▬▬ ▬▬▬▬ ▬ ▬▬▬ ▬▬▬ ▬▬ ▬▬▬▬ ▬ ▬▬▬ ▬▬▬ ▬▬ ▬▬▬▬ ▬ ▬▬▬ ▬▬▬ ▬▬ ▬▬▬▬ ▬ ▬▬▬ ▬▬▬ ▬▬ ▬▬▬▬ ▬ ▬▬▬ ▬▬▬ ▬▬ ▬▬▬▬ ▬ ▬▬▬ ▬▬▬ ▬▬ ▬▬▬▬ ▬ ▬▬▬ ▬▬▬ ▬▬ ▬▬▬▬ ▬ ▬▬▬ ▬▬▬ ▬▬ ▬▬▬▬ ▬ ▬▬▬ ▬▬▬ ▬▬ ▬▬▬▬ ▬ ▬▬▬ ▬▬▬ ▬▬ ▬▬▬▬ ▬ ▬▬▬ ▬▬▬ ▬▬ ▬▬▬▬ ▬ ▬▬▬ ▬▬▬ ▬▬ ▬▬▬▬ ▬ ▬▬▬ ▬▬▬ ▬▬ ▬▬▬▬ ▬ ▬▬▬ ▬▬▬ ▬▬ ▬▬▬▬ ▬ ▬▬▬ ▬▬▬ ▬▬ ▬▬▬▬ ▬ ▬▬▬ ▬▬▬ ▬▬ ▬▬▬▬ ▬ ▬▬▬ ▬▬▬ ▬▬ ▬▬▬▬ ▬ ▬▬▬ ▬▬▬ ▬▬ ▬▬▬▬ ▬ ▬▬▬ ▬▬▬ ▬▬ ▬▬▬▬ ▬ ▬▬▬ ▬▬▬ ▬▬ ▬▬▬▬ ▬ ▬▬▬ ▬▬▬ ▬▬ ▬▬▬▬ ▬ ▬▬▬ ▬▬▬: [512, 1274, 627, 1853]
grid-ad-proprietor-title: PROPRIETOR.: [44, 1419, 87, 1426]
card-sub: SURGEON DENTIST.: [277, 456, 351, 464]
body-text: ▬▬▬ ▬▬ ▬▬▬▬ ▬ ▬▬▬ ▬▬▬ ▬▬ ▬▬▬▬ ▬ ▬▬▬ ▬▬▬ ▬▬ ▬▬▬▬ ▬ ▬▬▬ ▬▬▬ ▬▬ ▬▬▬▬ ▬ ▬▬▬ ▬▬▬ ▬▬ ▬▬▬▬ ▬ ▬▬▬ ▬▬▬ ▬▬ ▬▬▬▬ ▬ ▬▬▬ ▬▬▬ ▬▬ ▬▬▬▬ ▬ ▬▬▬ ▬▬▬ ▬▬ ▬▬▬▬ ▬ ▬▬▬ ▬▬▬ ▬▬ ▬▬▬▬ ▬ ▬▬▬ ▬▬▬ ▬▬ ▬▬▬▬ ▬ ▬▬▬ ▬▬▬ ▬▬ ▬▬▬▬ ▬ ▬▬▬ ▬▬▬ ▬▬ ▬▬▬▬ ▬ ▬▬▬ ▬▬▬ ▬▬ ▬▬▬▬ ▬ ▬▬▬ ▬▬▬ ▬▬ ▬▬▬▬ ▬ ▬▬▬ ▬▬▬ ▬▬ ▬▬▬▬ ▬ ▬▬▬ ▬▬▬ ▬▬ ▬▬▬▬ ▬ ▬▬▬ ▬▬▬ ▬▬ ▬▬▬▬ ▬ ▬▬▬ ▬▬▬ ▬▬ ▬▬▬▬ ▬ ▬▬▬ ▬▬▬ ▬▬ ▬▬▬▬ ▬ ▬▬▬ ▬▬▬ ▬▬ ▬▬▬▬ ▬ ▬▬▬ ▬▬▬ ▬▬ ▬▬▬▬ ▬ ▬▬▬ ▬▬▬ ▬▬ ▬▬▬▬ ▬ ▬▬▬ ▬▬▬ ▬▬ ▬▬▬▬ ▬ ▬▬▬ ▬▬▬ ▬▬ ▬▬▬▬ ▬ ▬▬▬ ▬▬▬ ▬▬ ▬▬▬▬ ▬ ▬▬▬ ▬▬▬ ▬▬ ▬▬▬▬ ▬ ▬▬▬ ▬▬▬ ▬▬ ▬▬▬▬ ▬ ▬▬▬ ▬▬▬ ▬▬ ▬▬▬▬ ▬ ▬▬▬ ▬▬▬ ▬▬ ▬▬▬▬ ▬ ▬▬▬ ▬▬▬ ▬▬ ▬▬▬▬ ▬ ▬▬▬ ▬▬▬ ▬▬ ▬▬▬▬ ▬ ▬▬▬ ▬▬▬: [4, 371, 128, 507]
local-heading: LOCAL AND GENERAL.: [406, 1071, 476, 1078]
story-subheading: PREFERENTIAL RESOLUTIONS.: [760, 894, 856, 901]
tide-row: [4, 71, 126, 77]
body-text: ▬▬▬ ▬▬ ▬▬▬▬ ▬ ▬▬▬ ▬▬▬ ▬▬ ▬▬▬▬ ▬ ▬▬▬ ▬▬▬ ▬▬ ▬▬▬▬ ▬ ▬▬▬ ▬▬▬ ▬▬ ▬▬▬▬ ▬ ▬▬▬ ▬▬▬ ▬▬ ▬▬▬▬ ▬ ▬▬▬ ▬▬▬ ▬▬ ▬▬▬▬ ▬ ▬▬▬ ▬▬▬ ▬▬ ▬▬▬▬ ▬ ▬▬▬ ▬▬▬ ▬▬ ▬▬▬▬ ▬ ▬▬▬ ▬▬▬ ▬▬ ▬▬▬▬ ▬ ▬▬▬ ▬▬▬ ▬▬ ▬▬▬▬ ▬ ▬▬▬ ▬▬▬ ▬▬ ▬▬▬▬ ▬ ▬▬▬ ▬▬▬ ▬▬ ▬▬▬▬ ▬ ▬▬▬ ▬▬▬ ▬▬ ▬▬▬▬ ▬ ▬▬▬ ▬▬▬ ▬▬ ▬▬▬▬ ▬ ▬▬▬ ▬▬▬ ▬▬ ▬▬▬▬ ▬ ▬▬▬ ▬▬▬ ▬▬ ▬▬▬▬ ▬ ▬▬▬ ▬▬▬ ▬▬ ▬▬▬▬ ▬ ▬▬▬ ▬▬▬ ▬▬ ▬▬▬▬ ▬ ▬▬▬ ▬▬▬ ▬▬ ▬▬▬▬ ▬ ▬▬▬ ▬▬▬ ▬▬ ▬▬▬▬ ▬ ▬▬▬ ▬▬▬ ▬▬ ▬▬▬▬ ▬ ▬▬▬ ▬▬▬ ▬▬ ▬▬▬▬ ▬ ▬▬▬ ▬▬▬ ▬▬ ▬▬▬▬ ▬ ▬▬▬ ▬▬▬ ▬▬ ▬▬▬▬ ▬ ▬▬▬ ▬▬▬ ▬▬ ▬▬▬▬ ▬ ▬▬▬ ▬▬▬ ▬▬ ▬▬▬▬ ▬ ▬▬▬ ▬▬▬ ▬▬ ▬▬▬▬ ▬ ▬▬▬ ▬▬▬ ▬▬ ▬▬▬▬ ▬ ▬▬▬ ▬▬▬ ▬▬ ▬▬▬▬ ▬ ▬▬▬ ▬▬▬ ▬▬ ▬▬▬▬ ▬ ▬▬▬ ▬▬▬ ▬▬ ▬▬▬▬ ▬ ▬▬▬ ▬▬▬ ▬▬ ▬▬▬▬ ▬ ▬▬▬ ▬▬▬ ▬▬ ▬▬▬▬ ▬ ▬▬▬ ▬▬▬ ▬▬ ▬▬▬▬ ▬ ▬▬▬ ▬▬▬ ▬▬ ▬▬▬▬ ▬ ▬▬▬ ▬▬▬ ▬▬ ▬▬▬▬ ▬ ▬▬▬ ▬▬▬ ▬▬ ▬▬▬▬ ▬ ▬▬▬ ▬▬▬ ▬▬ ▬▬▬▬ ▬ ▬▬▬ ▬▬▬ ▬▬ ▬▬▬▬ ▬ ▬▬▬ ▬▬▬ ▬▬ ▬▬▬▬ ▬ ▬▬▬ ▬▬▬ ▬▬ ▬▬▬▬ ▬ ▬▬▬ ▬▬▬ ▬▬ ▬▬▬▬ ▬ ▬▬▬ ▬▬▬: [870, 741, 975, 962]
cable-title: CABLE NEWS.: [760, 17, 856, 32]
parker-sub: JEWELLER AND OPTICIAN: [651, 1471, 730, 1479]
hockey-title: HOCKEY: [162, 120, 221, 136]
tide-header-cell: New Plymouth: [45, 40, 76, 46]
mcewen-title: MCEWEN BROS.: [151, 586, 233, 597]
divider: [635, 34, 746, 35]
tide-cell: Tues. 9: [5, 59, 20, 64]
tide-cell: 10.26: [106, 65, 119, 70]
tide-row: [4, 83, 126, 90]
call-label: CALL AND INSPECT: [155, 74, 228, 83]
divider: [4, 17, 126, 18]
body-text: ▬▬▬ ▬▬ ▬▬▬▬ ▬ ▬▬▬ ▬▬▬ ▬▬ ▬▬▬▬ ▬ ▬▬▬ ▬▬▬ ▬▬ ▬▬▬▬ ▬ ▬▬▬ ▬▬▬ ▬▬ ▬▬▬▬ ▬ ▬▬▬ ▬▬▬ ▬▬ ▬▬▬▬ ▬ ▬▬▬ ▬▬▬ ▬▬ ▬▬▬▬ ▬ ▬▬▬ ▬▬▬ ▬▬ ▬▬▬▬ ▬ ▬▬▬ ▬▬▬ ▬▬ ▬▬▬▬ ▬ ▬▬▬ ▬▬▬ ▬▬ ▬▬▬▬ ▬ ▬▬▬ ▬▬▬ ▬▬ ▬▬▬▬ ▬ ▬▬▬ ▬▬▬ ▬▬ ▬▬▬▬ ▬ ▬▬▬ ▬▬▬ ▬▬ ▬▬▬▬ ▬ ▬▬▬ ▬▬▬ ▬▬ ▬▬▬▬ ▬ ▬▬▬ ▬▬▬ ▬▬ ▬▬▬▬ ▬ ▬▬▬ ▬▬▬ ▬▬ ▬▬▬▬ ▬ ▬▬▬ ▬▬▬ ▬▬ ▬▬▬▬ ▬ ▬▬▬ ▬▬▬ ▬▬ ▬▬▬▬ ▬ ▬▬▬ ▬▬▬ ▬▬ ▬▬▬▬ ▬ ▬▬▬ ▬▬▬ ▬▬ ▬▬▬▬ ▬ ▬▬▬ ▬▬▬ ▬▬ ▬▬▬▬ ▬ ▬▬▬: [635, 1061, 748, 1159]
jam-ad-grocer: ASK YOUR GROCER.: [33, 1011, 97, 1018]
rudges-list: Fitted with COASTER HUBS RIM BRAKES TWO-SPEED or THREE-SPEED HUBS.: [140, 104, 244, 119]
body-text: ▬▬▬ ▬▬ ▬▬▬▬ ▬ ▬▬▬ ▬▬▬ ▬▬ ▬▬▬▬ ▬ ▬▬▬ ▬▬▬ ▬▬ ▬▬▬▬ ▬ ▬▬▬ ▬▬▬ ▬▬ ▬▬▬▬ ▬ ▬▬▬ ▬▬▬ ▬▬ ▬▬▬▬ ▬ ▬▬▬ ▬▬▬ ▬▬ ▬▬▬▬ ▬ ▬▬▬ ▬▬▬ ▬▬ ▬▬▬▬ ▬ ▬▬▬ ▬▬▬ ▬▬ ▬▬▬▬ ▬ ▬▬▬ ▬▬▬ ▬▬ ▬▬▬▬ ▬ ▬▬▬: [257, 338, 372, 385]
tide-cell: 9.2: [61, 53, 68, 58]
hat-price-block: [635, 1183, 746, 1253]
grid-ad-proprietor: J. W. KURTA: [34, 1405, 97, 1416]
reynolds-title: REYNOLDS' CYCLE DEPOT: [143, 147, 241, 176]
body-text: ▬▬▬ ▬▬ ▬▬▬▬ ▬ ▬▬▬ ▬▬▬ ▬▬ ▬▬▬▬ ▬ ▬▬▬ ▬▬▬ ▬▬ ▬▬▬▬ ▬ ▬▬▬ ▬▬▬ ▬▬ ▬▬▬▬ ▬ ▬▬▬ ▬▬▬ ▬▬ ▬▬▬▬ ▬ ▬▬▬ ▬▬▬ ▬▬ ▬▬▬▬ ▬ ▬▬▬ ▬▬▬ ▬▬ ▬▬▬▬: [675, 1189, 748, 1241]
body-text: ▬▬▬ ▬▬ ▬▬▬▬ ▬ ▬▬▬ ▬▬▬ ▬▬ ▬▬▬▬ ▬ ▬▬▬ ▬▬▬ ▬▬ ▬▬▬▬ ▬ ▬▬▬ ▬▬▬ ▬▬ ▬▬▬▬ ▬ ▬▬▬ ▬▬▬ ▬▬ ▬▬▬▬ ▬ ▬▬▬ ▬▬▬ ▬▬ ▬▬▬▬ ▬ ▬▬▬ ▬▬▬ ▬▬ ▬▬▬▬ ▬ ▬▬▬ ▬▬▬ ▬▬ ▬▬▬▬ ▬ ▬▬▬ ▬▬▬ ▬▬ ▬▬▬▬ ▬ ▬▬▬ ▬▬▬ ▬▬ ▬▬▬▬ ▬ ▬▬▬ ▬▬▬ ▬▬ ▬▬▬▬ ▬ ▬▬▬ ▬▬▬ ▬▬ ▬▬▬▬ ▬ ▬▬▬ ▬▬▬ ▬▬ ▬▬▬▬ ▬ ▬▬▬ ▬▬▬ ▬▬ ▬▬▬▬ ▬ ▬▬▬ ▬▬▬ ▬▬ ▬▬▬▬ ▬ ▬▬▬ ▬▬▬ ▬▬ ▬▬▬▬ ▬ ▬▬▬ ▬▬▬ ▬▬ ▬▬▬▬ ▬ ▬▬▬ ▬▬▬ ▬▬ ▬▬▬▬ ▬ ▬▬▬ ▬▬▬ ▬▬ ▬▬▬▬ ▬ ▬▬▬ ▬▬▬ ▬▬ ▬▬▬▬ ▬ ▬▬▬ ▬▬▬ ▬▬ ▬▬▬▬ ▬ ▬▬▬ ▬▬▬ ▬▬ ▬▬▬▬ ▬ ▬▬▬ ▬▬▬ ▬▬ ▬▬▬▬ ▬ ▬▬▬ ▬▬▬ ▬▬ ▬▬▬▬ ▬ ▬▬▬ ▬▬▬ ▬▬ ▬▬▬▬ ▬ ▬▬▬ ▬▬▬ ▬▬ ▬▬▬▬ ▬ ▬▬▬ ▬▬▬ ▬▬ ▬▬▬▬ ▬ ▬▬▬ ▬▬▬ ▬▬ ▬▬▬▬ ▬ ▬▬▬ ▬▬▬ ▬▬ ▬▬▬▬ ▬ ▬▬▬ ▬▬▬ ▬▬ ▬▬▬▬ ▬ ▬▬▬ ▬▬▬ ▬▬ ▬▬▬▬ ▬ ▬▬▬ ▬▬▬ ▬▬ ▬▬▬▬ ▬ ▬▬▬ ▬▬▬ ▬▬ ▬▬▬▬ ▬ ▬▬▬ ▬▬▬ ▬▬ ▬▬▬▬ ▬ ▬▬▬ ▬▬▬ ▬▬ ▬▬▬▬ ▬ ▬▬▬ ▬▬▬ ▬▬ ▬▬▬▬ ▬ ▬▬▬ ▬▬▬ ▬▬ ▬▬▬▬ ▬ ▬▬▬ ▬▬▬ ▬▬ ▬▬▬▬ ▬ ▬▬▬ ▬▬▬ ▬▬ ▬▬▬▬ ▬ ▬▬▬ ▬▬▬ ▬▬ ▬▬▬▬ ▬ ▬▬▬ ▬▬▬ ▬▬ ▬▬▬▬ ▬ ▬▬▬ ▬▬▬ ▬▬ ▬▬▬▬ ▬ ▬▬▬ ▬▬▬ ▬▬ ▬▬▬▬ ▬ ▬▬▬ ▬▬▬ ▬▬: [756, 104, 862, 326]
card-title: ESSE SPENCER BAYLEY,: [276, 522, 352, 529]
story-subheading: BY TURKISH TROOPS.: [888, 985, 956, 992]
story-subheading: LOYAL IMPI ANXIOUS TO FIGHT.: [759, 514, 857, 522]
story-subheading: A BY-ELECTION.: [897, 54, 946, 61]
tide-cell: Thurs 11: [5, 71, 24, 76]
maori-heading: MAORI FARMERS.: [413, 139, 469, 146]
tide-cell: 11.6: [35, 77, 45, 83]
tide-cell: Sat. 13: [5, 83, 20, 89]
card-title: MISS IRENE CONNOP: [275, 170, 353, 179]
body-text: ▬▬▬ ▬▬ ▬▬▬▬ ▬ ▬▬▬ ▬▬▬ ▬▬ ▬▬▬▬ ▬ ▬▬▬ ▬▬▬ ▬▬ ▬▬▬▬ ▬ ▬▬▬ ▬▬▬ ▬▬ ▬▬▬▬ ▬ ▬▬▬ ▬▬▬ ▬▬ ▬▬▬▬ ▬ ▬▬▬ ▬▬▬ ▬▬ ▬▬▬▬ ▬ ▬▬▬ ▬▬▬ ▬▬ ▬▬▬▬ ▬ ▬▬▬ ▬▬▬ ▬▬ ▬▬▬▬ ▬ ▬▬▬ ▬▬▬ ▬▬ ▬▬▬▬ ▬ ▬▬▬ ▬▬▬ ▬▬ ▬▬▬▬ ▬ ▬▬▬: [136, 201, 249, 254]
tide-sub-cell: a.m.: [35, 47, 45, 52]
divider: [257, 718, 370, 719]
column-shipping: [0, 0, 132, 1579]
body-text: ▬▬▬ ▬▬ ▬▬▬▬ ▬ ▬▬▬ ▬▬▬ ▬▬ ▬▬▬▬ ▬ ▬▬▬ ▬▬▬ ▬▬ ▬▬▬▬ ▬ ▬▬▬ ▬▬▬ ▬▬ ▬▬▬▬ ▬ ▬▬▬ ▬▬▬ ▬▬ ▬▬▬▬ ▬ ▬▬▬ ▬▬▬ ▬▬ ▬▬▬▬ ▬ ▬▬▬ ▬▬▬ ▬▬ ▬▬▬▬ ▬ ▬▬▬ ▬▬▬ ▬▬ ▬▬▬▬ ▬ ▬▬▬ ▬▬▬ ▬▬ ▬▬▬▬ ▬ ▬▬▬: [257, 610, 372, 656]
body-text: ▬▬▬ ▬▬ ▬▬▬▬ ▬ ▬▬▬ ▬▬▬ ▬▬ ▬▬▬▬ ▬ ▬▬▬ ▬▬▬ ▬▬ ▬▬▬▬ ▬ ▬▬▬ ▬▬▬ ▬▬ ▬▬▬▬ ▬ ▬▬▬ ▬▬▬ ▬▬ ▬▬▬▬ ▬ ▬▬▬ ▬▬▬ ▬▬ ▬▬▬▬ ▬ ▬▬▬ ▬▬▬ ▬▬ ▬▬▬▬ ▬ ▬▬▬ ▬▬▬ ▬▬ ▬▬▬▬ ▬ ▬▬▬ ▬▬▬ ▬▬ ▬▬▬▬ ▬ ▬▬▬ ▬▬▬ ▬▬ ▬▬▬▬ ▬ ▬▬▬ ▬▬▬ ▬▬ ▬▬▬▬ ▬ ▬▬▬ ▬▬▬ ▬▬ ▬▬▬▬ ▬ ▬▬▬ ▬▬▬ ▬▬ ▬▬▬▬ ▬ ▬▬▬ ▬▬▬ ▬▬ ▬▬▬▬ ▬ ▬▬▬ ▬▬▬ ▬▬ ▬▬▬▬ ▬ ▬▬▬ ▬▬▬ ▬▬ ▬▬▬▬ ▬ ▬▬▬ ▬▬▬ ▬▬ ▬▬▬▬: [136, 370, 249, 455]
body-text: ▬▬▬ ▬▬ ▬▬▬▬ ▬ ▬▬▬ ▬▬▬ ▬▬ ▬▬▬▬ ▬ ▬▬▬ ▬▬▬ ▬▬ ▬▬▬▬ ▬ ▬▬▬ ▬▬▬ ▬▬ ▬▬▬▬ ▬ ▬▬▬ ▬▬▬ ▬▬ ▬▬▬▬ ▬ ▬▬▬ ▬▬▬ ▬▬ ▬▬▬▬ ▬ ▬▬▬ ▬▬▬ ▬▬ ▬▬▬▬ ▬ ▬▬▬ ▬▬▬ ▬▬ ▬▬▬▬ ▬ ▬▬▬ ▬▬▬ ▬▬ ▬▬▬▬ ▬ ▬▬▬ ▬▬▬ ▬▬ ▬▬▬▬ ▬ ▬▬▬ ▬▬▬ ▬▬ ▬▬▬▬ ▬ ▬▬▬ ▬▬▬ ▬▬ ▬▬▬▬ ▬ ▬▬▬ ▬▬▬ ▬▬ ▬▬▬▬ ▬ ▬▬▬ ▬▬▬ ▬▬: [257, 1124, 372, 1189]
story-subheading: STONES FALLING DOWN THE MOUNTAIN.: [877, 1084, 967, 1098]
press-credit: PER PRESS ASSOCIATION.: [662, 58, 719, 63]
body-text: ▬▬▬ ▬▬ ▬▬▬▬ ▬ ▬▬▬ ▬▬▬ ▬▬ ▬▬▬▬ ▬ ▬▬▬ ▬▬▬ ▬▬ ▬▬▬▬ ▬ ▬▬▬ ▬▬▬ ▬▬ ▬▬▬▬ ▬ ▬▬▬ ▬▬▬ ▬▬ ▬▬▬▬ ▬ ▬▬▬ ▬▬▬ ▬▬ ▬▬▬▬ ▬ ▬▬▬ ▬▬▬ ▬▬ ▬▬▬▬ ▬ ▬▬▬ ▬▬▬ ▬▬ ▬▬▬▬ ▬ ▬▬▬ ▬▬▬ ▬▬ ▬▬▬▬ ▬ ▬▬▬ ▬▬▬ ▬▬ ▬▬▬▬ ▬ ▬▬▬ ▬▬▬ ▬▬ ▬▬▬▬ ▬ ▬▬▬ ▬▬▬ ▬▬ ▬▬▬▬ ▬ ▬▬▬ ▬▬▬ ▬▬ ▬▬▬▬ ▬ ▬▬▬ ▬▬▬ ▬▬ ▬▬▬▬ ▬ ▬▬▬ ▬▬▬ ▬▬ ▬▬▬▬ ▬ ▬▬▬ ▬▬▬ ▬▬ ▬▬▬▬ ▬ ▬▬▬ ▬▬▬ ▬▬ ▬▬▬▬ ▬ ▬▬▬ ▬▬▬ ▬▬ ▬▬▬▬ ▬ ▬▬▬ ▬▬▬ ▬▬ ▬▬▬▬ ▬ ▬▬▬ ▬▬▬ ▬▬ ▬▬▬▬ ▬ ▬▬▬ ▬▬▬ ▬▬ ▬▬▬▬ ▬ ▬▬▬ ▬▬▬ ▬▬ ▬▬▬▬ ▬ ▬▬▬ ▬▬▬ ▬▬ ▬▬▬▬ ▬ ▬▬▬ ▬▬▬ ▬▬ ▬▬▬▬ ▬ ▬▬▬ ▬▬▬ ▬▬ ▬▬▬▬ ▬ ▬▬▬ ▬▬▬ ▬▬ ▬▬▬▬ ▬ ▬▬▬ ▬▬▬ ▬▬ ▬▬▬▬ ▬ ▬▬▬ ▬▬▬ ▬▬ ▬▬▬▬ ▬ ▬▬▬ ▬▬▬ ▬▬ ▬▬▬▬ ▬ ▬▬▬ ▬▬▬ ▬▬ ▬▬▬▬ ▬ ▬▬▬ ▬▬▬ ▬▬ ▬▬▬▬ ▬ ▬▬▬ ▬▬▬ ▬▬ ▬▬▬▬ ▬ ▬▬▬ ▬▬▬ ▬▬ ▬▬▬▬ ▬ ▬▬▬ ▬▬▬ ▬▬ ▬▬▬▬ ▬ ▬▬▬ ▬▬▬ ▬▬ ▬▬▬▬ ▬ ▬▬▬ ▬▬▬ ▬▬ ▬▬▬▬ ▬ ▬▬▬ ▬▬▬ ▬▬ ▬▬▬▬ ▬ ▬▬▬ ▬▬▬ ▬▬ ▬▬▬▬ ▬ ▬▬▬ ▬▬▬ ▬▬ ▬▬▬▬ ▬ ▬▬▬ ▬▬▬ ▬▬ ▬▬▬▬ ▬ ▬▬▬ ▬▬▬ ▬▬ ▬▬▬▬ ▬ ▬▬▬ ▬▬▬ ▬▬ ▬▬▬▬ ▬ ▬▬▬ ▬▬▬ ▬▬ ▬▬▬▬ ▬ ▬▬▬ ▬▬▬ ▬▬ ▬▬▬▬ ▬ ▬▬▬ ▬▬▬ ▬▬ ▬▬▬▬ ▬ ▬▬▬ ▬▬▬ ▬▬ ▬▬▬▬ ▬ ▬▬▬ ▬▬▬ ▬▬ ▬▬▬▬ ▬ ▬▬▬ ▬▬▬ ▬▬ ▬▬▬▬ ▬ ▬▬▬ ▬▬▬ ▬▬ ▬▬▬▬ ▬ ▬▬▬ ▬▬▬ ▬▬ ▬▬▬▬ ▬ ▬▬▬ ▬▬▬ ▬▬ ▬▬▬▬ ▬ ▬▬▬ ▬▬▬ ▬▬ ▬▬▬▬ ▬ ▬▬▬ ▬▬▬ ▬▬ ▬▬▬▬ ▬ ▬▬▬ ▬▬▬ ▬▬ ▬▬▬▬ ▬ ▬▬▬ ▬▬▬ ▬▬ ▬▬▬▬ ▬ ▬▬▬ ▬▬▬ ▬▬ ▬▬▬▬ ▬ ▬▬▬ ▬▬▬ ▬▬ ▬▬▬▬ ▬ ▬▬▬ ▬▬▬ ▬▬ ▬▬▬▬ ▬ ▬▬▬ ▬▬▬ ▬▬ ▬▬▬▬ ▬ ▬▬▬ ▬▬▬ ▬▬ ▬▬▬▬ ▬ ▬▬▬ ▬▬▬ ▬▬ ▬▬▬▬ ▬ ▬▬▬ ▬▬▬ ▬▬ ▬▬▬▬ ▬ ▬▬▬ ▬▬▬ ▬▬ ▬▬▬▬ ▬ ▬▬▬ ▬▬▬ ▬▬ ▬▬▬▬ ▬ ▬▬▬ ▬▬▬ ▬▬ ▬▬▬▬ ▬ ▬▬▬ ▬▬▬ ▬▬ ▬▬▬▬ ▬ ▬▬▬ ▬▬▬ ▬▬ ▬▬▬▬: [870, 349, 975, 701]
story-subheading: 20,000 REGULARS AT CAPE-TOWN.: [765, 339, 852, 353]
tide-row: [4, 77, 126, 83]
divider: [870, 39, 974, 40]
story-heading: NATAL CRISIS.: [772, 53, 845, 64]
samples-title: SAMPLE ROOMS: [161, 256, 223, 265]
body-text: ▬▬▬ ▬▬ ▬▬▬▬ ▬ ▬▬▬ ▬▬▬ ▬▬ ▬▬▬▬ ▬ ▬▬▬ ▬▬▬ ▬▬ ▬▬▬▬ ▬ ▬▬▬ ▬▬▬ ▬▬ ▬▬▬▬ ▬ ▬▬▬ ▬▬▬ ▬▬ ▬▬▬▬ ▬ ▬▬▬ ▬▬▬ ▬▬ ▬▬▬▬ ▬ ▬▬▬ ▬▬▬ ▬▬ ▬▬▬▬ ▬ ▬▬▬ ▬▬▬ ▬▬ ▬▬▬▬ ▬ ▬▬▬ ▬▬▬ ▬▬ ▬▬▬▬ ▬ ▬▬▬ ▬▬▬ ▬▬ ▬▬▬▬ ▬ ▬▬▬ ▬▬▬ ▬▬ ▬▬▬▬ ▬ ▬▬▬ ▬▬▬ ▬▬ ▬▬▬▬ ▬ ▬▬▬ ▬▬▬ ▬▬ ▬▬▬▬ ▬ ▬▬▬ ▬▬▬ ▬▬ ▬▬▬▬ ▬ ▬▬▬ ▬▬▬ ▬▬ ▬▬▬▬ ▬ ▬▬▬ ▬▬▬ ▬▬ ▬▬▬▬ ▬ ▬▬▬ ▬▬▬ ▬▬ ▬▬▬▬ ▬ ▬▬▬ ▬▬▬ ▬▬ ▬▬▬▬ ▬ ▬▬▬ ▬▬▬ ▬▬ ▬▬▬▬ ▬ ▬▬▬ ▬▬▬ ▬▬ ▬▬▬▬ ▬ ▬▬▬ ▬▬▬ ▬▬ ▬▬▬▬ ▬ ▬▬▬ ▬▬▬ ▬▬ ▬▬▬▬ ▬ ▬▬▬ ▬▬▬ ▬▬ ▬▬▬▬ ▬ ▬▬▬ ▬▬▬ ▬▬ ▬▬▬▬ ▬ ▬▬▬ ▬▬▬ ▬▬ ▬▬▬▬ ▬ ▬▬▬ ▬▬▬ ▬▬ ▬▬▬▬ ▬ ▬▬▬ ▬▬▬ ▬▬ ▬▬▬▬ ▬ ▬▬▬ ▬▬▬ ▬▬ ▬▬▬▬ ▬ ▬▬▬ ▬▬▬ ▬▬ ▬▬▬▬ ▬ ▬▬▬ ▬▬▬ ▬▬ ▬▬▬▬ ▬ ▬▬▬ ▬▬▬ ▬▬ ▬▬▬▬ ▬ ▬▬▬ ▬▬▬ ▬▬ ▬▬▬▬ ▬ ▬▬▬ ▬▬▬ ▬▬ ▬▬▬▬ ▬ ▬▬▬ ▬▬▬ ▬▬ ▬▬▬▬ ▬ ▬▬▬ ▬▬▬ ▬▬ ▬▬▬▬ ▬ ▬▬▬ ▬▬▬ ▬▬ ▬▬▬▬ ▬ ▬▬▬ ▬▬▬ ▬▬ ▬▬▬▬ ▬ ▬▬▬ ▬▬▬ ▬▬ ▬▬▬▬ ▬ ▬▬▬ ▬▬▬ ▬▬ ▬▬▬▬ ▬ ▬▬▬ ▬▬▬ ▬▬ ▬▬▬▬ ▬ ▬▬▬ ▬▬▬ ▬▬ ▬▬▬▬ ▬ ▬▬▬ ▬▬▬ ▬▬ ▬▬▬▬ ▬ ▬▬▬ ▬▬▬ ▬▬ ▬▬▬▬ ▬ ▬▬▬ ▬▬▬ ▬▬ ▬▬▬▬ ▬ ▬▬▬ ▬▬▬ ▬▬ ▬▬▬▬ ▬ ▬▬▬ ▬▬▬ ▬▬ ▬▬▬▬ ▬ ▬▬▬ ▬▬▬ ▬▬ ▬▬▬▬ ▬ ▬▬▬ ▬▬▬ ▬▬ ▬▬▬▬ ▬ ▬▬▬ ▬▬▬ ▬▬ ▬▬▬▬ ▬ ▬▬▬ ▬▬▬ ▬▬ ▬▬▬▬ ▬ ▬▬▬ ▬▬▬ ▬▬ ▬▬▬▬ ▬ ▬▬▬ ▬▬▬ ▬▬ ▬▬▬▬ ▬ ▬▬▬ ▬▬▬ ▬▬ ▬▬▬▬ ▬ ▬▬▬ ▬▬▬ ▬▬ ▬▬▬▬ ▬ ▬▬▬ ▬▬▬ ▬▬ ▬▬▬▬ ▬ ▬▬▬ ▬▬▬ ▬▬ ▬▬▬▬ ▬ ▬▬▬ ▬▬▬ ▬▬ ▬▬▬▬ ▬ ▬▬▬ ▬▬▬ ▬▬ ▬▬▬▬ ▬ ▬▬▬ ▬▬▬ ▬▬ ▬▬▬▬ ▬ ▬▬▬ ▬▬▬ ▬▬ ▬▬▬▬ ▬ ▬▬▬ ▬▬▬ ▬▬ ▬▬▬▬ ▬ ▬▬▬ ▬▬▬ ▬▬ ▬▬▬▬ ▬ ▬▬▬ ▬▬▬ ▬▬ ▬▬▬▬ ▬ ▬▬▬ ▬▬▬ ▬▬ ▬▬▬▬ ▬ ▬▬▬ ▬▬▬ ▬▬ ▬▬▬▬ ▬ ▬▬▬ ▬▬▬ ▬▬ ▬▬▬▬ ▬ ▬▬▬ ▬▬▬ ▬▬ ▬▬▬▬ ▬ ▬▬▬ ▬▬▬ ▬▬ ▬▬▬▬ ▬ ▬▬▬ ▬▬▬ ▬▬ ▬▬▬▬ ▬ ▬▬▬ ▬▬▬ ▬▬ ▬▬▬▬ ▬ ▬▬▬ ▬▬▬ ▬▬ ▬▬▬▬ ▬ ▬▬▬ ▬▬▬ ▬▬ ▬▬▬▬ ▬ ▬▬▬ ▬▬▬ ▬▬ ▬▬▬▬ ▬ ▬▬▬ ▬▬▬ ▬▬ ▬▬▬▬ ▬ ▬▬▬ ▬▬▬ ▬▬ ▬▬▬▬ ▬ ▬▬▬ ▬▬▬ ▬▬ ▬▬▬▬ ▬ ▬▬▬ ▬▬▬ ▬▬ ▬▬▬▬ ▬ ▬▬▬ ▬▬▬ ▬▬ ▬▬▬▬ ▬ ▬▬▬ ▬▬▬ ▬▬ ▬▬▬▬ ▬ ▬▬▬ ▬▬▬ ▬▬ ▬▬▬▬ ▬ ▬▬▬ ▬▬▬ ▬▬ ▬▬▬▬ ▬ ▬▬▬ ▬▬▬ ▬▬ ▬▬▬▬ ▬ ▬▬▬ ▬▬▬ ▬▬ ▬▬▬▬ ▬ ▬▬▬ ▬▬▬ ▬▬: [512, 4, 627, 400]
tide-cell: Wed. 10: [5, 65, 23, 70]
body-text: ▬▬▬ ▬▬ ▬▬▬▬ ▬ ▬▬▬ ▬▬▬ ▬▬ ▬▬▬▬ ▬ ▬▬▬ ▬▬▬ ▬▬ ▬▬▬▬ ▬ ▬▬▬ ▬▬▬ ▬▬ ▬▬▬▬ ▬ ▬▬▬ ▬▬▬ ▬▬ ▬▬▬▬ ▬ ▬▬▬ ▬▬▬ ▬▬ ▬▬▬▬ ▬ ▬▬▬ ▬▬▬ ▬▬ ▬▬▬▬ ▬ ▬▬▬ ▬▬▬ ▬▬ ▬▬▬▬ ▬ ▬▬▬ ▬▬▬ ▬▬ ▬▬▬▬ ▬ ▬▬▬ ▬▬▬ ▬▬ ▬▬▬▬ ▬ ▬▬▬: [635, 1399, 748, 1451]
body-text: ▬▬▬ ▬▬ ▬▬▬▬ ▬ ▬▬▬ ▬▬▬ ▬▬ ▬▬▬▬ ▬ ▬▬▬ ▬▬▬ ▬▬ ▬▬▬▬ ▬ ▬▬▬ ▬▬▬ ▬▬ ▬▬▬▬ ▬ ▬▬▬ ▬▬▬ ▬▬ ▬▬▬▬ ▬ ▬▬▬ ▬▬▬ ▬▬ ▬▬▬▬ ▬ ▬▬▬ ▬▬▬ ▬▬ ▬▬▬▬ ▬ ▬▬▬ ▬▬▬ ▬▬ ▬▬▬▬ ▬ ▬▬▬ ▬▬▬ ▬▬ ▬▬▬▬ ▬ ▬▬▬ ▬▬▬ ▬▬ ▬▬▬▬ ▬ ▬▬▬ ▬▬▬ ▬▬ ▬▬▬▬ ▬ ▬▬▬ ▬▬▬ ▬▬ ▬▬▬▬ ▬ ▬▬▬ ▬▬▬ ▬▬ ▬▬▬▬ ▬ ▬▬▬ ▬▬▬ ▬▬ ▬▬▬▬ ▬ ▬▬▬ ▬▬▬ ▬▬ ▬▬▬▬ ▬ ▬▬▬ ▬▬▬ ▬▬ ▬▬▬▬ ▬ ▬▬▬ ▬▬▬ ▬▬ ▬▬▬▬ ▬ ▬▬▬ ▬▬▬ ▬▬ ▬▬▬▬ ▬ ▬▬▬ ▬▬▬ ▬▬ ▬▬▬▬ ▬ ▬▬▬ ▬▬▬ ▬▬ ▬▬▬▬ ▬ ▬▬▬ ▬▬▬ ▬▬ ▬▬▬▬ ▬ ▬▬▬ ▬▬▬ ▬▬ ▬▬▬▬ ▬ ▬▬▬ ▬▬▬ ▬▬ ▬▬▬▬ ▬ ▬▬▬ ▬▬▬ ▬▬ ▬▬▬▬ ▬ ▬▬▬ ▬▬▬ ▬▬ ▬▬▬▬ ▬ ▬▬▬ ▬▬▬ ▬▬ ▬▬▬▬ ▬ ▬▬▬ ▬▬▬ ▬▬ ▬▬▬▬ ▬ ▬▬▬ ▬▬▬ ▬▬ ▬▬▬▬ ▬ ▬▬▬ ▬▬▬ ▬▬ ▬▬▬▬ ▬ ▬▬▬ ▬▬▬ ▬▬ ▬▬▬▬ ▬ ▬▬▬ ▬▬▬ ▬▬ ▬▬▬▬ ▬ ▬▬▬ ▬▬▬: [635, 566, 748, 716]
rent-ad-secretary-title: Secretary and Treasurer.: [38, 1238, 93, 1245]
card-title: FRANK MESSENGER: [276, 245, 352, 254]
divider: [257, 1065, 370, 1066]
delaye-address: Devon street east, above Red House, New Plymouth.: [144, 565, 240, 578]
divider: [380, 1068, 502, 1069]
body-text: ▬▬▬ ▬▬ ▬▬▬▬ ▬ ▬▬▬ ▬▬▬ ▬▬ ▬▬▬▬ ▬ ▬▬▬ ▬▬▬ ▬▬ ▬▬▬▬ ▬ ▬▬▬ ▬▬▬ ▬▬ ▬▬▬▬ ▬ ▬▬▬ ▬▬▬ ▬▬ ▬▬▬▬ ▬ ▬▬▬ ▬▬▬ ▬▬ ▬▬▬▬ ▬ ▬▬▬ ▬▬▬ ▬▬ ▬▬▬▬: [4, 802, 128, 834]
body-text: ▬▬▬ ▬▬ ▬▬▬▬ ▬ ▬▬▬ ▬▬▬ ▬▬ ▬▬▬▬ ▬ ▬▬▬ ▬▬▬ ▬▬ ▬▬▬▬ ▬ ▬▬▬ ▬▬▬ ▬▬ ▬▬▬▬ ▬ ▬▬▬ ▬▬▬ ▬▬ ▬▬▬▬ ▬ ▬▬▬ ▬▬▬ ▬▬ ▬▬▬▬ ▬ ▬▬▬ ▬▬▬ ▬▬ ▬▬▬▬ ▬ ▬▬▬ ▬▬▬ ▬▬ ▬▬▬▬ ▬: [257, 465, 372, 505]
body-text: ▬▬▬ ▬▬ ▬▬▬▬ ▬ ▬▬▬ ▬▬▬ ▬▬ ▬▬▬▬ ▬ ▬▬▬ ▬▬▬ ▬▬ ▬▬▬▬ ▬ ▬▬▬ ▬▬▬ ▬▬ ▬▬▬▬ ▬ ▬▬▬ ▬▬▬ ▬▬ ▬▬▬▬ ▬ ▬▬▬ ▬▬▬ ▬▬ ▬▬▬▬ ▬ ▬▬▬ ▬▬▬ ▬▬ ▬▬▬▬ ▬ ▬▬▬ ▬▬▬ ▬▬ ▬▬▬▬ ▬ ▬▬▬ ▬▬▬ ▬▬ ▬▬▬▬ ▬ ▬▬▬ ▬▬▬ ▬▬ ▬▬▬▬ ▬ ▬▬▬ ▬▬▬ ▬▬ ▬▬▬▬ ▬ ▬▬▬ ▬▬▬: [257, 792, 372, 852]
card-title: MR A. H. COLLINS,: [285, 445, 342, 452]
tide-cell: 9.17: [106, 53, 116, 58]
arrived-heading: ARRIVED.: [50, 103, 81, 110]
divider: [136, 580, 248, 582]
divider: [257, 1191, 370, 1192]
card-sub: ARCHITECT: [296, 256, 332, 263]
body-text: ▬▬▬ ▬▬ ▬▬▬▬ ▬ ▬▬▬ ▬▬▬ ▬▬ ▬▬▬▬ ▬ ▬▬▬ ▬▬▬ ▬▬ ▬▬▬▬ ▬ ▬▬▬ ▬▬▬ ▬▬ ▬▬▬▬ ▬ ▬▬▬ ▬▬▬ ▬▬ ▬▬▬▬ ▬ ▬▬▬ ▬▬▬ ▬▬ ▬▬▬▬ ▬ ▬▬▬ ▬▬▬ ▬▬ ▬▬▬▬ ▬ ▬▬▬ ▬▬▬ ▬▬ ▬▬▬▬ ▬ ▬▬▬ ▬▬▬ ▬▬ ▬▬▬▬ ▬ ▬▬▬ ▬▬▬ ▬▬ ▬▬▬▬ ▬ ▬▬▬ ▬▬▬ ▬▬ ▬▬▬▬ ▬ ▬▬▬ ▬▬▬ ▬▬ ▬▬▬▬ ▬ ▬▬▬ ▬▬▬ ▬▬ ▬▬▬▬ ▬ ▬▬▬ ▬▬▬ ▬▬ ▬▬▬▬ ▬ ▬▬▬ ▬▬▬ ▬▬ ▬▬▬▬ ▬ ▬▬▬ ▬▬▬ ▬▬ ▬▬▬▬ ▬ ▬▬▬ ▬▬▬ ▬▬ ▬▬▬▬: [136, 902, 249, 987]
tide-cell: 8.58: [86, 53, 96, 58]
card-title: C. H. RETFORD,: [284, 1069, 343, 1078]
tide-sub-cell: p.m.: [106, 47, 116, 52]
death-heading: DEATH.: [429, 7, 453, 13]
body-text: ▬▬▬ ▬▬ ▬▬▬▬ ▬ ▬▬▬ ▬▬▬ ▬▬ ▬▬▬▬ ▬ ▬▬▬ ▬▬▬ ▬▬ ▬▬▬▬ ▬ ▬▬▬ ▬▬▬ ▬▬ ▬▬▬▬ ▬ ▬▬▬ ▬▬▬ ▬▬ ▬▬▬▬ ▬ ▬▬▬ ▬▬▬ ▬▬ ▬▬▬▬ ▬ ▬▬▬ ▬▬▬ ▬▬ ▬▬▬▬ ▬ ▬▬▬ ▬▬▬ ▬▬ ▬▬▬▬ ▬ ▬▬▬ ▬▬▬ ▬▬ ▬▬▬▬ ▬ ▬▬▬ ▬▬▬ ▬▬ ▬▬▬▬ ▬ ▬▬▬ ▬▬▬ ▬▬ ▬▬▬▬ ▬ ▬▬▬ ▬▬▬ ▬▬ ▬▬▬▬ ▬ ▬▬▬ ▬▬▬ ▬▬ ▬▬▬▬ ▬ ▬▬▬ ▬▬▬ ▬▬ ▬▬▬▬ ▬ ▬▬▬ ▬▬▬ ▬▬ ▬▬▬▬ ▬ ▬▬▬ ▬▬▬ ▬▬ ▬▬▬▬ ▬ ▬▬▬ ▬▬▬ ▬▬ ▬▬▬▬ ▬ ▬▬▬ ▬▬▬ ▬▬ ▬▬▬▬ ▬ ▬▬▬ ▬▬▬ ▬▬ ▬▬▬▬ ▬ ▬▬▬ ▬▬▬ ▬▬ ▬▬▬▬ ▬ ▬▬▬ ▬▬▬ ▬▬ ▬▬▬▬ ▬ ▬▬▬ ▬▬▬ ▬▬ ▬▬▬▬ ▬ ▬▬▬ ▬▬▬ ▬▬ ▬▬▬▬ ▬ ▬▬▬ ▬▬▬ ▬▬ ▬▬▬▬ ▬ ▬▬▬ ▬▬▬ ▬▬ ▬▬▬▬ ▬ ▬▬▬ ▬▬▬ ▬▬ ▬▬▬▬ ▬ ▬▬▬ ▬▬▬ ▬▬ ▬▬▬▬ ▬ ▬▬▬ ▬▬▬ ▬▬ ▬▬▬▬ ▬ ▬▬▬ ▬▬▬ ▬▬ ▬▬▬▬ ▬ ▬▬▬ ▬▬▬ ▬▬ ▬▬▬▬ ▬ ▬▬▬ ▬▬▬ ▬▬ ▬▬▬▬ ▬ ▬▬▬ ▬▬▬ ▬▬ ▬▬▬▬ ▬ ▬▬▬ ▬▬▬ ▬▬ ▬▬▬▬ ▬ ▬▬▬ ▬▬▬ ▬▬ ▬▬▬▬ ▬ ▬▬▬ ▬▬▬ ▬▬ ▬▬▬▬ ▬ ▬▬▬ ▬▬▬ ▬▬ ▬▬▬▬ ▬ ▬▬▬ ▬▬▬ ▬▬ ▬▬▬▬ ▬ ▬▬▬ ▬▬▬ ▬▬ ▬▬▬▬ ▬ ▬▬▬ ▬▬▬ ▬▬ ▬▬▬▬ ▬ ▬▬▬: [4, 620, 128, 789]
sailing-label: SAILING VESSELS.: [37, 793, 94, 799]
body-text: ▬▬▬ ▬▬ ▬▬▬▬ ▬ ▬▬▬ ▬▬▬ ▬▬ ▬▬▬▬ ▬ ▬▬▬ ▬▬▬ ▬▬ ▬▬▬▬ ▬ ▬▬▬ ▬▬▬ ▬▬ ▬▬▬▬ ▬ ▬▬▬ ▬▬▬ ▬▬ ▬▬▬▬ ▬ ▬▬▬ ▬▬▬ ▬▬ ▬▬▬▬ ▬ ▬▬▬ ▬▬▬ ▬▬ ▬▬▬▬ ▬ ▬▬▬ ▬▬▬ ▬▬ ▬▬▬▬ ▬ ▬▬▬ ▬▬▬ ▬▬ ▬▬▬▬ ▬ ▬▬▬ ▬▬▬ ▬▬ ▬▬▬▬ ▬ ▬▬▬ ▬▬▬ ▬▬ ▬▬▬▬ ▬ ▬▬▬ ▬▬▬ ▬▬ ▬▬▬▬ ▬ ▬▬▬ ▬▬▬ ▬▬ ▬▬▬▬ ▬ ▬▬▬ ▬▬▬ ▬▬ ▬▬▬▬ ▬ ▬▬▬ ▬▬▬ ▬▬ ▬▬▬▬ ▬ ▬▬▬ ▬▬▬ ▬▬ ▬▬▬▬ ▬ ▬▬▬ ▬▬▬ ▬▬ ▬▬▬▬ ▬ ▬▬▬ ▬▬▬ ▬▬ ▬▬▬▬ ▬ ▬▬▬ ▬▬▬ ▬▬ ▬▬▬▬ ▬ ▬▬▬ ▬▬▬ ▬▬ ▬▬▬▬ ▬ ▬▬▬ ▬▬▬ ▬▬ ▬▬▬▬ ▬ ▬▬▬ ▬▬▬ ▬▬ ▬▬▬▬ ▬ ▬▬▬ ▬▬▬ ▬▬ ▬▬▬▬ ▬ ▬▬▬ ▬▬▬ ▬▬ ▬▬▬▬ ▬ ▬▬▬ ▬▬▬ ▬▬ ▬▬▬▬ ▬ ▬▬▬ ▬▬▬ ▬▬ ▬▬▬▬ ▬ ▬▬▬ ▬▬▬ ▬▬ ▬▬▬▬ ▬ ▬▬▬ ▬▬▬ ▬▬ ▬▬▬▬ ▬ ▬▬▬ ▬▬▬ ▬▬ ▬▬▬▬ ▬ ▬▬▬: [4, 1270, 128, 1401]
delaye-title: P. DE LA HAYE,: [164, 555, 219, 564]
cable-title: CABLE NEWS: [876, 6, 967, 21]
body-text: ▬▬▬ ▬▬ ▬▬▬▬ ▬ ▬▬▬ ▬▬▬ ▬▬ ▬▬▬▬ ▬ ▬▬▬ ▬▬▬ ▬▬ ▬▬▬▬ ▬ ▬▬▬ ▬▬▬ ▬▬ ▬▬▬▬ ▬ ▬▬▬ ▬▬▬ ▬▬ ▬▬▬▬ ▬ ▬▬▬ ▬▬▬ ▬▬ ▬▬▬▬ ▬ ▬▬▬ ▬▬▬ ▬▬ ▬▬▬▬ ▬ ▬▬▬ ▬▬▬ ▬▬ ▬▬▬▬ ▬ ▬▬▬ ▬▬▬ ▬▬ ▬▬▬▬ ▬ ▬▬▬ ▬▬▬ ▬▬ ▬▬▬▬ ▬ ▬▬▬ ▬▬▬ ▬▬ ▬▬▬▬ ▬ ▬▬▬ ▬▬▬: [380, 16, 504, 68]
column-cable-news: [751, 0, 866, 1579]
card-title: JAMES SANDERSON: [276, 663, 352, 672]
tide-cell: 10.9: [86, 65, 96, 70]
last-week-label: THE LAST WEEK: [150, 629, 234, 640]
story-subheading: GOVERNMENT ORGANISING MILITIA.: [766, 88, 851, 102]
divider: [257, 590, 370, 591]
divider: [4, 98, 126, 99]
tide-cell: 9.37: [61, 59, 70, 64]
jam-ad-place: NELSON: [53, 1047, 78, 1054]
tide-cell: 11.26: [61, 77, 73, 83]
body-text: ▬▬▬ ▬▬ ▬▬▬▬ ▬ ▬▬▬ ▬▬▬ ▬▬ ▬▬▬▬ ▬ ▬▬▬ ▬▬▬ ▬▬ ▬▬▬▬ ▬ ▬▬▬ ▬▬▬ ▬▬ ▬▬▬▬ ▬ ▬▬▬ ▬▬▬ ▬▬ ▬▬▬▬ ▬ ▬▬▬ ▬▬▬ ▬▬ ▬▬▬▬ ▬ ▬▬▬ ▬▬▬ ▬▬ ▬▬▬▬ ▬ ▬▬▬ ▬▬▬ ▬▬ ▬▬▬▬ ▬ ▬▬▬ ▬▬▬ ▬▬ ▬▬▬▬ ▬ ▬▬▬: [257, 265, 372, 312]
tide-cell: 9.52: [106, 59, 116, 64]
rent-ad-firm-sub: (PERMANENT): [46, 1225, 85, 1232]
card-sub: SURGEON DENTIST.: [284, 533, 344, 540]
rugby-union-heading: TARANAKI RUGBY UNION.: [529, 414, 608, 421]
tide-sub-cell: a.m.: [86, 47, 96, 52]
story-subheading: A NEW MAIL CONTRACT.: [884, 340, 960, 347]
todd-sub: C A R R I E R.: [171, 329, 212, 336]
divider: [257, 166, 370, 167]
body-text: ▬▬▬ ▬▬ ▬▬▬▬ ▬ ▬▬▬ ▬▬▬ ▬▬ ▬▬▬▬ ▬ ▬▬▬ ▬▬▬ ▬▬ ▬▬▬▬ ▬ ▬▬▬ ▬▬▬ ▬▬ ▬▬▬▬ ▬ ▬▬▬ ▬▬▬ ▬▬ ▬▬▬▬ ▬ ▬▬▬ ▬▬▬ ▬▬ ▬▬▬▬ ▬ ▬▬▬ ▬▬▬ ▬▬ ▬▬▬▬ ▬ ▬▬▬ ▬▬▬ ▬▬ ▬▬▬▬ ▬ ▬▬▬ ▬▬▬ ▬▬ ▬▬▬▬ ▬ ▬▬▬: [136, 266, 249, 313]
sailed-heading: SAILED.: [53, 212, 78, 219]
buys-label: BUYS: [183, 35, 201, 41]
divider: [136, 673, 248, 674]
replate-title: WE CAN REPLATE: [164, 458, 219, 465]
card-title: INCANDESCENT BURNERS,: [263, 1196, 364, 1205]
tide-row: [4, 53, 126, 59]
body-text: ▬▬▬ ▬▬ ▬▬▬▬ ▬ ▬▬▬ ▬▬▬ ▬▬ ▬▬▬▬ ▬ ▬▬▬ ▬▬▬ ▬▬ ▬▬▬▬ ▬ ▬▬▬ ▬▬▬ ▬▬ ▬▬▬▬ ▬ ▬▬▬ ▬▬▬ ▬▬ ▬▬▬▬ ▬ ▬▬▬ ▬▬▬ ▬▬ ▬▬▬▬ ▬ ▬▬▬ ▬▬▬ ▬▬ ▬▬▬▬ ▬ ▬▬▬ ▬▬▬ ▬▬ ▬▬▬▬ ▬ ▬▬▬ ▬▬▬ ▬▬ ▬▬▬▬ ▬ ▬▬▬ ▬▬▬ ▬▬ ▬▬▬▬ ▬ ▬▬▬ ▬▬▬ ▬▬ ▬▬▬▬ ▬ ▬▬▬ ▬▬▬ ▬▬ ▬▬▬▬ ▬ ▬▬▬ ▬▬▬ ▬▬ ▬▬▬▬ ▬ ▬▬▬ ▬▬▬ ▬▬ ▬▬▬▬ ▬ ▬▬▬ ▬▬▬ ▬▬ ▬▬▬▬ ▬ ▬▬▬ ▬▬▬ ▬▬ ▬▬▬▬ ▬ ▬▬▬ ▬▬▬ ▬▬ ▬▬▬▬ ▬ ▬▬▬ ▬▬▬ ▬▬ ▬▬▬▬ ▬ ▬▬▬ ▬▬▬ ▬▬ ▬▬▬▬ ▬ ▬▬▬ ▬▬▬ ▬▬ ▬▬▬▬ ▬ ▬▬▬ ▬▬▬ ▬▬ ▬▬▬▬ ▬ ▬▬▬ ▬▬▬ ▬▬ ▬▬▬▬ ▬ ▬▬▬ ▬▬▬ ▬▬ ▬▬▬▬ ▬ ▬▬▬ ▬▬▬ ▬▬: [257, 952, 372, 1062]
story-heading: MARRY IN HASTE.: [663, 547, 718, 554]
commercial-title: COMMERCIAL TRAVELLERS: [140, 191, 243, 200]
masthead: The Daily News: [398, 76, 485, 124]
reynolds-phone: TPHONE 104: [215, 177, 248, 184]
divider: [257, 937, 370, 939]
story-heading: IMPORTANT FEDERAL PROPOSALS.: [881, 310, 963, 327]
story-subheading: ZULU'S AMONGST THE REBELS.: [759, 77, 857, 84]
rent-ad-firm: NEW PLYMOUTH INVESTMENT & LOAN SOCIETY: [6, 1207, 125, 1224]
card-sub: DENTAL SURGEONS: [283, 329, 345, 336]
port-title: PORT OF NEW PLYMOUTH.: [25, 7, 106, 13]
tide-header-cell: [4, 40, 35, 47]
body-text: ▬▬▬ ▬▬ ▬▬▬▬ ▬ ▬▬▬ ▬▬▬ ▬▬ ▬▬▬▬ ▬ ▬▬▬ ▬▬▬ ▬▬ ▬▬▬▬ ▬ ▬▬▬ ▬▬▬ ▬▬ ▬▬▬▬ ▬ ▬▬▬ ▬▬▬ ▬▬ ▬▬▬▬ ▬ ▬▬▬ ▬▬▬ ▬▬ ▬▬▬▬ ▬ ▬▬▬ ▬▬▬ ▬▬ ▬▬▬▬ ▬ ▬▬▬ ▬▬▬ ▬▬ ▬▬▬▬ ▬ ▬▬▬ ▬▬▬ ▬▬ ▬▬▬▬ ▬ ▬▬▬ ▬▬▬ ▬▬ ▬▬▬▬ ▬ ▬▬▬ ▬▬▬ ▬▬ ▬▬▬▬ ▬ ▬▬▬ ▬▬▬ ▬▬ ▬▬▬▬ ▬ ▬▬▬ ▬▬▬ ▬▬ ▬▬▬▬ ▬ ▬▬▬ ▬▬▬ ▬▬ ▬▬▬▬ ▬ ▬▬▬ ▬▬▬ ▬▬ ▬▬▬▬ ▬ ▬▬▬ ▬▬▬ ▬▬ ▬▬▬▬ ▬ ▬▬▬ ▬▬▬ ▬▬ ▬▬▬▬ ▬ ▬▬▬ ▬▬▬ ▬▬ ▬▬▬▬ ▬ ▬▬▬ ▬▬▬ ▬▬ ▬▬▬▬ ▬ ▬▬▬ ▬▬▬ ▬▬ ▬▬▬▬ ▬ ▬▬▬ ▬▬▬ ▬▬ ▬▬▬▬ ▬ ▬▬▬ ▬▬▬ ▬▬ ▬▬▬▬ ▬ ▬▬▬ ▬▬▬ ▬▬ ▬▬▬▬ ▬ ▬▬▬ ▬▬▬ ▬▬ ▬▬▬▬ ▬ ▬▬▬ ▬▬▬ ▬▬ ▬▬▬▬ ▬ ▬▬▬ ▬▬▬ ▬▬ ▬▬▬▬ ▬ ▬▬▬ ▬▬▬ ▬▬ ▬▬▬▬ ▬ ▬▬▬ ▬▬▬ ▬▬ ▬▬▬▬ ▬ ▬▬▬ ▬▬▬ ▬▬ ▬▬▬▬ ▬ ▬▬▬ ▬▬▬ ▬▬ ▬▬▬▬ ▬ ▬▬▬ ▬▬▬ ▬▬ ▬▬▬▬ ▬ ▬▬▬ ▬▬▬: [4, 221, 128, 358]
body-text: ▬▬▬ ▬▬ ▬▬▬▬ ▬ ▬▬▬ ▬▬▬ ▬▬ ▬▬▬▬ ▬ ▬▬▬ ▬▬▬ ▬▬ ▬▬▬▬ ▬ ▬▬▬ ▬▬▬ ▬▬ ▬▬▬▬ ▬ ▬▬▬ ▬▬▬ ▬▬ ▬▬▬▬ ▬ ▬▬▬ ▬▬▬ ▬▬ ▬▬▬▬ ▬ ▬▬▬ ▬▬▬ ▬▬ ▬▬▬▬ ▬ ▬▬▬ ▬▬▬ ▬▬ ▬▬▬▬ ▬ ▬▬▬ ▬▬▬ ▬▬ ▬▬▬▬ ▬ ▬▬▬ ▬▬▬ ▬▬ ▬▬▬▬ ▬ ▬▬▬ ▬▬▬ ▬▬ ▬▬▬▬ ▬ ▬▬▬ ▬▬▬ ▬▬ ▬▬▬▬ ▬ ▬▬▬ ▬▬▬ ▬▬ ▬▬▬▬ ▬ ▬▬▬ ▬▬▬ ▬▬ ▬▬▬▬ ▬ ▬▬▬ ▬▬▬ ▬▬ ▬▬▬▬ ▬ ▬▬▬ ▬▬▬ ▬▬ ▬▬▬▬ ▬ ▬▬▬ ▬▬▬ ▬▬ ▬▬▬▬: [4, 519, 128, 598]
divider: [4, 1254, 126, 1256]
story-subheading: AUSTRALIA SAFEGUARDING HER INTERESTS.: [871, 1266, 973, 1280]
parker-title: J. H. PARKER: [645, 1453, 736, 1469]
tide-cell: 11.36: [61, 83, 73, 89]
story-heading: A SCULLING MATCH.: [770, 1336, 846, 1345]
hat-note: [675, 1183, 746, 1241]
tide-cell: 0.51: [106, 83, 116, 89]
divider: [4, 837, 126, 838]
body-text: ▬▬▬ ▬▬ ▬▬▬▬ ▬ ▬▬▬ ▬▬▬ ▬▬ ▬▬▬▬ ▬ ▬▬▬ ▬▬▬ ▬▬ ▬▬▬▬ ▬ ▬▬▬ ▬▬▬ ▬▬ ▬▬▬▬ ▬ ▬▬▬ ▬▬▬ ▬▬ ▬▬▬▬ ▬ ▬▬▬ ▬▬▬ ▬▬ ▬▬▬▬ ▬ ▬▬▬ ▬▬▬ ▬▬ ▬▬▬▬ ▬ ▬▬▬ ▬▬▬ ▬▬ ▬▬▬▬ ▬ ▬▬▬ ▬▬▬ ▬▬ ▬▬▬▬ ▬ ▬▬▬ ▬▬▬ ▬▬ ▬▬▬▬ ▬ ▬▬▬ ▬▬▬ ▬▬ ▬▬▬▬ ▬ ▬▬▬ ▬▬▬: [870, 994, 975, 1060]
hat-price: 4/6: [635, 1182, 658, 1202]
steamers-label: STEAMERS.: [47, 611, 83, 618]
body-text: ▬▬▬ ▬▬ ▬▬▬▬ ▬ ▬▬▬ ▬▬▬ ▬▬ ▬▬▬▬ ▬ ▬▬▬ ▬▬▬ ▬▬ ▬▬▬▬ ▬ ▬▬▬ ▬▬▬ ▬▬ ▬▬▬▬ ▬ ▬▬▬ ▬▬▬ ▬▬ ▬▬▬▬ ▬ ▬▬▬ ▬▬▬ ▬▬ ▬▬▬▬ ▬ ▬▬▬ ▬▬▬ ▬▬ ▬▬▬▬ ▬ ▬▬▬ ▬▬▬ ▬▬ ▬▬▬▬ ▬ ▬▬▬ ▬▬▬ ▬▬ ▬▬▬▬ ▬ ▬▬▬ ▬▬▬ ▬▬ ▬▬▬▬ ▬ ▬▬▬ ▬▬▬ ▬▬ ▬▬▬▬ ▬ ▬▬▬ ▬▬▬: [257, 180, 372, 239]
hat-price-list: [635, 1183, 675, 1253]
every-line-label: EVERY LINE REDUCED.: [156, 643, 227, 650]
story-subheading: CHAMBER OF COMMERCE CONGRESS.: [768, 876, 848, 890]
body-text: ▬▬▬ ▬▬ ▬▬▬▬ ▬ ▬▬▬ ▬▬▬ ▬▬ ▬▬▬▬ ▬ ▬▬▬ ▬▬▬ ▬▬ ▬▬▬▬ ▬ ▬▬▬ ▬▬▬ ▬▬ ▬▬▬▬ ▬ ▬▬▬ ▬▬▬ ▬▬ ▬▬▬▬ ▬ ▬▬▬ ▬▬▬ ▬▬ ▬▬▬▬ ▬ ▬▬▬ ▬▬▬ ▬▬ ▬▬▬▬ ▬ ▬▬▬ ▬▬▬ ▬▬ ▬▬▬▬ ▬ ▬▬▬ ▬▬▬ ▬▬ ▬▬▬▬ ▬ ▬▬▬ ▬▬▬ ▬▬ ▬▬▬▬ ▬ ▬▬▬ ▬▬▬ ▬▬ ▬▬▬▬ ▬ ▬▬▬ ▬▬▬ ▬▬ ▬▬▬▬ ▬ ▬▬▬ ▬▬▬ ▬▬ ▬▬▬▬ ▬ ▬▬▬ ▬▬▬ ▬▬ ▬▬▬▬ ▬ ▬▬▬ ▬▬▬ ▬▬ ▬▬▬▬ ▬ ▬▬▬ ▬▬▬ ▬▬ ▬▬▬▬ ▬ ▬▬▬ ▬▬▬ ▬▬ ▬▬▬▬ ▬ ▬▬▬ ▬▬▬ ▬▬ ▬▬▬▬ ▬ ▬▬▬ ▬▬▬ ▬▬ ▬▬▬▬ ▬ ▬▬▬ ▬▬▬ ▬▬ ▬▬▬▬ ▬ ▬▬▬ ▬▬▬ ▬▬ ▬▬▬▬ ▬ ▬▬▬ ▬▬▬ ▬▬ ▬▬▬▬ ▬ ▬▬▬ ▬▬▬ ▬▬ ▬▬▬▬ ▬ ▬▬▬ ▬▬▬ ▬▬ ▬▬▬▬ ▬ ▬▬▬ ▬▬▬ ▬▬ ▬▬▬▬ ▬ ▬▬▬ ▬▬▬ ▬▬ ▬▬▬▬: [635, 890, 748, 1014]
card-title: WESTON AND WESTON,: [277, 783, 350, 790]
story-subheading: PROPOSALS OF THE CZAR.: [880, 715, 964, 722]
body-text: ▬▬▬ ▬▬ ▬▬▬▬ ▬ ▬▬▬ ▬▬▬ ▬▬ ▬▬▬▬ ▬ ▬▬▬ ▬▬▬ ▬▬ ▬▬▬▬ ▬ ▬▬▬ ▬▬▬ ▬▬ ▬▬▬▬ ▬ ▬▬▬ ▬▬▬ ▬▬ ▬▬▬▬ ▬ ▬▬▬ ▬▬▬ ▬▬ ▬▬▬▬ ▬ ▬▬▬ ▬▬▬ ▬▬ ▬▬▬▬ ▬ ▬▬▬ ▬▬▬ ▬▬ ▬▬▬▬ ▬ ▬▬▬ ▬▬▬ ▬▬ ▬▬▬▬ ▬ ▬▬▬ ▬▬▬ ▬▬ ▬▬▬▬ ▬ ▬▬▬ ▬▬▬ ▬▬ ▬▬▬▬ ▬ ▬▬▬ ▬▬▬ ▬▬ ▬▬▬▬ ▬ ▬▬▬ ▬▬▬ ▬▬ ▬▬▬▬ ▬ ▬▬▬ ▬▬▬ ▬▬ ▬▬▬▬ ▬ ▬▬▬ ▬▬▬ ▬▬ ▬▬▬▬ ▬ ▬▬▬ ▬▬▬ ▬▬ ▬▬▬▬ ▬ ▬▬▬ ▬▬▬ ▬▬ ▬▬▬▬ ▬ ▬▬▬ ▬▬▬ ▬▬ ▬▬▬▬ ▬ ▬▬▬ ▬▬▬ ▬▬ ▬▬▬▬ ▬ ▬▬▬ ▬▬▬ ▬▬ ▬▬▬▬ ▬ ▬▬▬ ▬▬▬ ▬▬ ▬▬▬▬ ▬ ▬▬▬ ▬▬▬ ▬▬ ▬▬▬▬ ▬ ▬▬▬ ▬▬▬ ▬▬ ▬▬▬▬ ▬ ▬▬▬ ▬▬▬ ▬▬ ▬▬▬▬ ▬ ▬▬▬ ▬▬▬ ▬▬ ▬▬▬▬ ▬ ▬▬▬ ▬▬▬ ▬▬ ▬▬▬▬ ▬ ▬▬▬ ▬▬▬ ▬▬ ▬▬▬▬ ▬ ▬▬▬ ▬▬▬ ▬▬ ▬▬▬▬ ▬ ▬▬▬ ▬▬▬ ▬▬ ▬▬▬▬ ▬ ▬▬▬ ▬▬▬ ▬▬ ▬▬▬▬ ▬ ▬▬▬ ▬▬▬ ▬▬ ▬▬▬▬ ▬ ▬▬▬ ▬▬▬ ▬▬ ▬▬▬▬ ▬ ▬▬▬ ▬▬▬ ▬▬ ▬▬▬▬ ▬ ▬▬▬ ▬▬▬ ▬▬ ▬▬▬▬ ▬ ▬▬▬ ▬▬▬ ▬▬ ▬▬▬▬ ▬ ▬▬▬ ▬▬▬ ▬▬ ▬▬▬▬ ▬ ▬▬▬ ▬▬▬ ▬▬ ▬▬▬▬ ▬ ▬▬▬ ▬▬▬ ▬▬ ▬▬▬▬ ▬ ▬▬▬ ▬▬▬ ▬▬ ▬▬▬▬ ▬ ▬▬▬ ▬▬▬ ▬▬ ▬▬▬▬ ▬ ▬▬▬ ▬▬▬ ▬▬ ▬▬▬▬ ▬ ▬▬▬ ▬▬▬ ▬▬ ▬▬▬▬ ▬ ▬▬▬ ▬▬▬: [870, 1282, 975, 1503]
cable-credit: UNITED PRESS ASSOCIATION.—BY ELECTRIC TELEGRAPH.—COPYRIGHT.: [758, 33, 859, 46]
tide-header-cell: Waitara: [97, 40, 114, 46]
body-text: ▬▬▬ ▬▬ ▬▬▬▬ ▬ ▬▬▬ ▬▬▬ ▬▬ ▬▬▬▬ ▬ ▬▬▬ ▬▬▬ ▬▬ ▬▬▬▬ ▬ ▬▬▬ ▬▬▬ ▬▬ ▬▬▬▬ ▬ ▬▬▬ ▬▬▬ ▬▬ ▬▬▬▬ ▬ ▬▬▬ ▬▬▬ ▬▬ ▬▬▬▬ ▬ ▬▬▬ ▬▬▬ ▬▬ ▬▬▬▬ ▬ ▬▬▬ ▬▬▬ ▬▬ ▬▬▬▬ ▬ ▬▬▬ ▬▬▬ ▬▬ ▬▬▬▬ ▬ ▬▬▬ ▬▬▬ ▬▬ ▬▬▬▬ ▬ ▬▬▬ ▬▬▬ ▬▬ ▬▬▬▬ ▬ ▬▬▬ ▬▬▬ ▬▬ ▬▬▬▬ ▬ ▬▬▬ ▬▬▬ ▬▬ ▬▬▬▬ ▬ ▬▬▬ ▬▬▬ ▬▬ ▬▬▬▬ ▬ ▬▬▬ ▬▬▬ ▬▬ ▬▬▬▬ ▬ ▬▬▬ ▬▬▬ ▬▬ ▬▬▬▬ ▬ ▬▬▬ ▬▬▬ ▬▬ ▬▬▬▬: [257, 17, 372, 101]
divider: [257, 241, 370, 242]
hat-price: 6/11: [635, 1199, 665, 1220]
divider: [136, 85, 248, 86]
divider: [257, 658, 370, 659]
story-subheading: NATIVE AUXILIARIES CO-OPERATING.: [770, 497, 846, 511]
tide-cell: 11.2: [106, 71, 116, 76]
hookham-title: W. T. HOOKHAM: [651, 1256, 730, 1268]
body-text: ▬▬▬ ▬▬ ▬▬▬▬ ▬ ▬▬▬ ▬▬▬ ▬▬ ▬▬▬▬ ▬ ▬▬▬ ▬▬▬ ▬▬ ▬▬▬▬ ▬ ▬▬▬ ▬▬▬ ▬▬ ▬▬▬▬ ▬ ▬▬▬ ▬▬▬ ▬▬ ▬▬▬▬ ▬ ▬▬▬ ▬▬▬ ▬▬ ▬▬▬▬ ▬ ▬▬▬ ▬▬▬ ▬▬ ▬▬▬▬ ▬ ▬▬▬ ▬▬▬ ▬▬ ▬▬▬▬ ▬ ▬▬▬ ▬▬▬ ▬▬ ▬▬▬▬ ▬ ▬▬▬ ▬▬▬ ▬▬ ▬▬▬▬ ▬ ▬▬▬ ▬▬▬ ▬▬ ▬▬▬▬ ▬ ▬▬▬ ▬▬▬ ▬▬ ▬▬▬▬ ▬ ▬▬▬ ▬▬▬: [635, 1327, 748, 1385]
tide-cell: 9.20: [35, 59, 46, 64]
card-title: PIANO TUNING.: [290, 1115, 337, 1122]
body-text: ▬▬▬ ▬▬ ▬▬▬▬ ▬ ▬▬▬ ▬▬▬ ▬▬ ▬▬▬▬ ▬ ▬▬▬ ▬▬▬ ▬▬ ▬▬▬▬ ▬ ▬▬▬ ▬▬▬ ▬▬ ▬▬▬▬ ▬ ▬▬▬ ▬▬▬ ▬▬ ▬▬▬▬ ▬ ▬▬▬ ▬▬▬ ▬▬ ▬▬▬▬ ▬ ▬▬▬ ▬▬▬ ▬▬ ▬▬▬▬ ▬ ▬▬▬ ▬▬▬ ▬▬ ▬▬▬▬ ▬ ▬▬▬ ▬▬▬ ▬▬ ▬▬▬▬ ▬ ▬▬▬ ▬▬▬ ▬▬ ▬▬▬▬ ▬ ▬▬▬ ▬▬▬ ▬▬ ▬▬▬▬ ▬ ▬▬▬ ▬▬▬ ▬▬ ▬▬▬▬ ▬ ▬▬▬ ▬▬▬ ▬▬ ▬▬▬▬ ▬ ▬▬▬ ▬▬▬ ▬▬ ▬▬▬▬ ▬ ▬▬▬ ▬▬▬ ▬▬ ▬▬▬▬ ▬ ▬▬▬ ▬▬▬ ▬▬ ▬▬▬▬ ▬ ▬▬▬ ▬▬▬ ▬▬ ▬▬▬▬ ▬ ▬▬▬ ▬▬▬ ▬▬ ▬▬▬▬ ▬ ▬▬▬ ▬▬▬ ▬▬ ▬▬▬▬ ▬ ▬▬▬ ▬▬▬ ▬▬ ▬▬▬▬ ▬ ▬▬▬ ▬▬▬ ▬▬ ▬▬▬▬ ▬ ▬▬▬ ▬▬▬ ▬▬ ▬▬▬▬ ▬ ▬▬▬ ▬▬▬ ▬▬ ▬▬▬▬ ▬ ▬▬▬ ▬▬▬ ▬▬ ▬▬▬▬ ▬ ▬▬▬ ▬▬▬ ▬▬ ▬▬▬▬ ▬ ▬▬▬ ▬▬▬ ▬▬ ▬▬▬▬ ▬ ▬▬▬ ▬▬▬ ▬▬ ▬▬▬▬ ▬ ▬▬▬ ▬▬▬ ▬▬ ▬▬▬▬ ▬ ▬▬▬ ▬▬▬ ▬▬ ▬▬▬▬ ▬ ▬▬▬ ▬▬▬ ▬▬ ▬▬▬▬ ▬ ▬▬▬ ▬▬▬ ▬▬ ▬▬▬▬ ▬ ▬▬▬ ▬▬▬ ▬▬ ▬▬▬▬ ▬ ▬▬▬ ▬▬▬ ▬▬ ▬▬▬▬ ▬ ▬▬▬ ▬▬▬ ▬▬ ▬▬▬▬ ▬ ▬▬▬ ▬▬▬ ▬▬ ▬▬▬▬ ▬ ▬▬▬ ▬▬▬ ▬▬ ▬▬▬▬ ▬ ▬▬▬ ▬▬▬ ▬▬ ▬▬▬▬ ▬ ▬▬▬ ▬▬▬ ▬▬ ▬▬▬▬ ▬ ▬▬▬ ▬▬▬ ▬▬ ▬▬▬▬ ▬ ▬▬▬ ▬▬▬ ▬▬ ▬▬▬▬ ▬ ▬▬▬ ▬▬▬ ▬▬ ▬▬▬▬ ▬ ▬▬▬ ▬▬▬ ▬▬ ▬▬▬▬ ▬ ▬▬▬ ▬▬▬ ▬▬ ▬▬▬▬ ▬ ▬▬▬ ▬▬▬ ▬▬ ▬▬▬▬ ▬ ▬▬▬ ▬▬▬ ▬▬ ▬▬▬▬ ▬ ▬▬▬ ▬▬▬ ▬▬ ▬▬▬▬ ▬ ▬▬▬ ▬▬▬ ▬▬ ▬▬▬▬ ▬ ▬▬▬ ▬▬▬ ▬▬ ▬▬▬▬ ▬ ▬▬▬ ▬▬▬ ▬▬ ▬▬▬▬ ▬ ▬▬▬ ▬▬▬ ▬▬ ▬▬▬▬ ▬ ▬▬▬ ▬▬▬ ▬▬ ▬▬▬▬ ▬ ▬▬▬ ▬▬▬ ▬▬ ▬▬▬▬ ▬ ▬▬▬ ▬▬▬ ▬▬ ▬▬▬▬ ▬ ▬▬▬ ▬▬▬ ▬▬ ▬▬▬▬ ▬ ▬▬▬ ▬▬▬ ▬▬ ▬▬▬▬ ▬ ▬▬▬ ▬▬▬ ▬▬ ▬▬▬▬ ▬ ▬▬▬ ▬▬▬ ▬▬ ▬▬▬▬ ▬ ▬▬▬ ▬▬▬ ▬▬ ▬▬▬▬ ▬ ▬▬▬ ▬▬▬ ▬▬ ▬▬▬▬ ▬ ▬▬▬ ▬▬▬ ▬▬ ▬▬▬▬ ▬ ▬▬▬ ▬▬▬ ▬▬ ▬▬▬▬ ▬ ▬▬▬ ▬▬▬ ▬▬ ▬▬▬▬ ▬ ▬▬▬ ▬▬▬ ▬▬ ▬▬▬▬ ▬ ▬▬▬ ▬▬▬ ▬▬ ▬▬▬▬ ▬ ▬▬▬ ▬▬▬ ▬▬ ▬▬▬▬ ▬ ▬▬▬ ▬▬▬ ▬▬ ▬▬▬▬ ▬ ▬▬▬ ▬▬▬ ▬▬ ▬▬▬▬ ▬ ▬▬▬ ▬▬▬ ▬▬ ▬▬▬▬ ▬ ▬▬▬ ▬▬▬ ▬▬ ▬▬▬▬ ▬ ▬▬▬ ▬▬▬ ▬▬ ▬▬▬▬ ▬ ▬▬▬ ▬▬▬ ▬▬ ▬▬▬▬ ▬ ▬▬▬ ▬▬▬ ▬▬ ▬▬▬▬ ▬ ▬▬▬ ▬▬▬ ▬▬ ▬▬▬▬ ▬ ▬▬▬ ▬▬▬ ▬▬ ▬▬▬▬ ▬ ▬▬▬ ▬▬▬ ▬▬ ▬▬▬▬ ▬ ▬▬▬ ▬▬▬ ▬▬ ▬▬▬▬ ▬ ▬▬▬ ▬▬▬ ▬▬ ▬▬▬▬ ▬ ▬▬▬ ▬▬▬ ▬▬ ▬▬▬▬ ▬ ▬▬▬ ▬▬▬ ▬▬ ▬▬▬▬ ▬ ▬▬▬ ▬▬▬ ▬▬ ▬▬▬▬ ▬ ▬▬▬ ▬▬▬ ▬▬ ▬▬▬▬ ▬ ▬▬▬ ▬▬▬ ▬▬ ▬▬▬▬ ▬ ▬▬▬ ▬▬▬ ▬▬ ▬▬▬▬ ▬ ▬▬▬ ▬▬▬ ▬▬ ▬▬▬▬ ▬ ▬▬▬ ▬▬▬ ▬▬ ▬▬▬▬ ▬ ▬▬▬ ▬▬▬ ▬▬ ▬▬▬▬ ▬ ▬▬▬ ▬▬▬ ▬▬ ▬▬▬▬ ▬ ▬▬▬ ▬▬▬ ▬▬ ▬▬▬▬ ▬ ▬▬▬ ▬▬▬ ▬▬ ▬▬▬▬ ▬ ▬▬▬ ▬▬▬ ▬▬ ▬▬▬▬ ▬ ▬▬▬ ▬▬▬ ▬▬ ▬▬▬▬ ▬ ▬▬▬ ▬▬▬ ▬▬ ▬▬▬▬ ▬ ▬▬▬ ▬▬▬ ▬▬ ▬▬▬▬ ▬ ▬▬▬ ▬▬▬ ▬▬ ▬▬▬▬ ▬ ▬▬▬ ▬▬▬ ▬▬ ▬▬▬▬ ▬ ▬▬▬ ▬▬▬ ▬▬ ▬▬▬▬ ▬ ▬▬▬ ▬▬▬ ▬▬ ▬▬▬▬ ▬ ▬▬▬ ▬▬▬ ▬▬ ▬▬▬▬ ▬ ▬▬▬ ▬▬▬ ▬▬ ▬▬▬▬ ▬ ▬▬▬ ▬▬▬ ▬▬ ▬▬▬▬ ▬ ▬▬▬ ▬▬▬ ▬▬ ▬▬▬▬ ▬ ▬▬▬ ▬▬▬ ▬▬ ▬▬▬▬ ▬ ▬▬▬ ▬▬▬ ▬▬ ▬▬▬▬ ▬ ▬▬▬ ▬▬▬ ▬▬ ▬▬▬▬ ▬ ▬▬▬ ▬▬▬ ▬▬ ▬▬▬▬ ▬ ▬▬▬ ▬▬▬ ▬▬ ▬▬▬▬ ▬ ▬▬▬ ▬▬▬ ▬▬ ▬▬▬▬ ▬ ▬▬▬ ▬▬▬ ▬▬ ▬▬▬▬ ▬ ▬▬▬ ▬▬▬ ▬▬ ▬▬▬▬ ▬ ▬▬▬ ▬▬▬ ▬▬ ▬▬▬▬ ▬ ▬▬▬ ▬▬▬ ▬▬ ▬▬▬▬ ▬ ▬▬▬ ▬▬▬ ▬▬ ▬▬▬▬ ▬ ▬▬▬ ▬▬▬ ▬▬ ▬▬▬▬ ▬ ▬▬▬ ▬▬▬ ▬▬ ▬▬▬▬ ▬ ▬▬▬ ▬▬▬ ▬▬ ▬▬▬▬ ▬ ▬▬▬ ▬▬▬ ▬▬ ▬▬▬▬ ▬ ▬▬▬ ▬▬▬ ▬▬ ▬▬▬▬ ▬ ▬▬▬ ▬▬▬ ▬▬ ▬▬▬▬ ▬ ▬▬▬ ▬▬▬ ▬▬ ▬▬▬▬ ▬ ▬▬▬ ▬▬▬ ▬▬ ▬▬▬▬ ▬ ▬▬▬ ▬▬▬ ▬▬ ▬▬▬▬ ▬ ▬▬▬ ▬▬▬ ▬▬ ▬▬▬▬ ▬ ▬▬▬ ▬▬▬ ▬▬ ▬▬▬▬ ▬ ▬▬▬ ▬▬▬ ▬▬ ▬▬▬▬ ▬ ▬▬▬ ▬▬▬ ▬▬ ▬▬▬▬ ▬ ▬▬▬ ▬▬▬ ▬▬ ▬▬▬▬ ▬ ▬▬▬ ▬▬▬ ▬▬ ▬▬▬▬ ▬ ▬▬▬ ▬▬▬ ▬▬ ▬▬▬▬ ▬ ▬▬▬ ▬▬▬ ▬▬ ▬▬▬▬ ▬ ▬▬▬ ▬▬▬ ▬▬ ▬▬▬▬ ▬ ▬▬▬ ▬▬▬ ▬▬ ▬▬▬▬ ▬ ▬▬▬ ▬▬▬ ▬▬ ▬▬▬▬ ▬ ▬▬▬ ▬▬▬ ▬▬ ▬▬▬▬ ▬ ▬▬▬ ▬▬▬ ▬▬ ▬▬▬▬ ▬ ▬▬▬ ▬▬▬ ▬▬ ▬▬▬▬ ▬ ▬▬▬ ▬▬▬ ▬▬ ▬▬▬▬ ▬ ▬▬▬ ▬▬▬ ▬▬ ▬▬▬▬ ▬ ▬▬▬ ▬▬▬ ▬▬ ▬▬▬▬ ▬ ▬▬▬ ▬▬▬ ▬▬ ▬▬▬▬ ▬ ▬▬▬ ▬▬▬ ▬▬ ▬▬▬▬ ▬ ▬▬▬ ▬▬▬ ▬▬ ▬▬▬▬ ▬ ▬▬▬ ▬▬▬ ▬▬ ▬▬▬▬ ▬ ▬▬▬ ▬▬▬ ▬▬ ▬▬▬▬ ▬ ▬▬▬ ▬▬▬ ▬▬ ▬▬▬▬ ▬ ▬▬▬ ▬▬▬ ▬▬ ▬▬▬▬ ▬ ▬▬▬ ▬▬▬ ▬▬ ▬▬▬▬ ▬ ▬▬▬ ▬▬▬ ▬▬ ▬▬▬▬ ▬ ▬▬▬ ▬▬▬ ▬▬ ▬▬▬▬ ▬ ▬▬▬ ▬▬▬ ▬▬ ▬▬▬▬ ▬ ▬▬▬ ▬▬▬ ▬▬ ▬▬▬▬ ▬ ▬▬▬ ▬▬▬ ▬▬ ▬▬▬▬ ▬ ▬▬▬ ▬▬▬ ▬▬ ▬▬▬▬ ▬ ▬▬▬ ▬▬▬ ▬▬ ▬▬▬▬ ▬ ▬▬▬ ▬▬▬ ▬▬ ▬▬▬▬ ▬ ▬▬▬ ▬▬▬ ▬▬ ▬▬▬▬ ▬ ▬▬▬ ▬▬▬ ▬▬ ▬▬▬▬ ▬ ▬▬▬ ▬▬▬ ▬▬ ▬▬▬▬ ▬ ▬▬▬ ▬▬▬ ▬▬ ▬▬▬▬ ▬ ▬▬▬ ▬▬▬ ▬▬ ▬▬▬▬ ▬ ▬▬▬ ▬▬▬ ▬▬ ▬▬▬▬ ▬ ▬▬▬ ▬▬▬ ▬▬ ▬▬▬▬ ▬ ▬▬▬ ▬▬▬ ▬▬ ▬▬▬▬ ▬ ▬▬▬ ▬▬▬ ▬▬ ▬▬▬▬ ▬ ▬▬▬ ▬▬▬ ▬▬ ▬▬▬▬ ▬ ▬▬▬ ▬▬▬ ▬▬ ▬▬▬▬ ▬ ▬▬▬ ▬▬▬ ▬▬ ▬▬▬▬ ▬ ▬▬▬ ▬▬▬ ▬▬ ▬▬▬▬ ▬ ▬▬▬ ▬▬▬ ▬▬ ▬▬▬▬ ▬ ▬▬▬ ▬▬▬ ▬▬ ▬▬▬▬ ▬ ▬▬▬ ▬▬▬ ▬▬ ▬▬▬▬ ▬ ▬▬▬ ▬▬▬ ▬▬ ▬▬▬▬ ▬ ▬▬▬ ▬▬▬ ▬▬ ▬▬▬▬ ▬ ▬▬▬ ▬▬▬ ▬▬ ▬▬▬▬ ▬ ▬▬▬ ▬▬▬ ▬▬ ▬▬▬▬ ▬ ▬▬▬ ▬▬▬ ▬▬ ▬▬▬▬ ▬ ▬▬▬ ▬▬▬ ▬▬ ▬▬▬▬ ▬ ▬▬▬ ▬▬▬ ▬▬ ▬▬▬▬ ▬ ▬▬▬ ▬▬▬ ▬▬ ▬▬▬▬ ▬ ▬▬▬ ▬▬▬ ▬▬ ▬▬▬▬ ▬ ▬▬▬ ▬▬▬ ▬▬ ▬▬▬▬ ▬ ▬▬▬ ▬▬▬ ▬▬ ▬▬▬▬ ▬ ▬▬▬ ▬▬▬ ▬▬ ▬▬▬▬ ▬ ▬▬▬ ▬▬▬ ▬▬ ▬▬▬▬ ▬ ▬▬▬ ▬▬▬ ▬▬ ▬▬▬▬ ▬ ▬▬▬ ▬▬▬ ▬▬ ▬▬▬▬ ▬ ▬▬▬ ▬▬▬ ▬▬ ▬▬▬▬ ▬ ▬▬▬ ▬▬▬ ▬▬ ▬▬▬▬ ▬ ▬▬▬ ▬▬▬ ▬▬ ▬▬▬▬ ▬ ▬▬▬ ▬▬▬ ▬▬ ▬▬▬▬ ▬ ▬▬▬ ▬▬▬ ▬▬ ▬▬▬▬ ▬ ▬▬▬ ▬▬▬ ▬▬ ▬▬▬▬ ▬ ▬▬▬ ▬▬▬ ▬▬ ▬▬▬▬ ▬ ▬▬▬ ▬▬▬ ▬▬ ▬▬▬▬ ▬ ▬▬▬ ▬▬▬ ▬▬ ▬▬▬▬ ▬ ▬▬▬ ▬▬▬ ▬▬ ▬▬▬▬ ▬ ▬▬▬ ▬▬▬ ▬▬ ▬▬▬▬ ▬ ▬▬▬ ▬▬▬ ▬▬ ▬▬▬▬ ▬ ▬▬▬ ▬▬▬ ▬▬ ▬▬▬▬ ▬ ▬▬▬ ▬▬▬ ▬▬ ▬▬▬▬ ▬ ▬▬▬ ▬▬▬ ▬▬ ▬▬▬▬ ▬ ▬▬▬ ▬▬▬ ▬▬ ▬▬▬▬ ▬ ▬▬▬ ▬▬▬ ▬▬ ▬▬▬▬ ▬ ▬▬▬ ▬▬▬ ▬▬ ▬▬▬▬ ▬ ▬▬▬ ▬▬▬ ▬▬ ▬▬▬▬ ▬ ▬▬▬ ▬▬▬ ▬▬ ▬▬▬▬ ▬ ▬▬▬ ▬▬▬ ▬▬ ▬▬▬▬ ▬ ▬▬▬ ▬▬▬ ▬▬ ▬▬▬▬ ▬ ▬▬▬ ▬▬▬ ▬▬ ▬▬▬▬ ▬ ▬▬▬ ▬▬▬ ▬▬ ▬▬▬▬ ▬ ▬▬▬ ▬▬▬ ▬▬ ▬▬▬▬ ▬ ▬▬▬ ▬▬▬ ▬▬ ▬▬▬▬ ▬ ▬▬▬ ▬▬▬: [380, 148, 504, 1065]
story-heading: GREEK BAND ANNIHILATED.: [895, 966, 948, 982]
divider: [136, 348, 248, 349]
todd-address: CURRIE STREET, NEW PLYMOUTH.: [146, 338, 238, 345]
body-text: ▬▬▬ ▬▬ ▬▬▬▬ ▬ ▬▬▬ ▬▬▬ ▬▬ ▬▬▬▬ ▬ ▬▬▬ ▬▬▬ ▬▬ ▬▬▬▬ ▬ ▬▬▬ ▬▬▬ ▬▬ ▬▬▬▬ ▬ ▬▬▬ ▬▬▬ ▬▬ ▬▬▬▬ ▬ ▬▬▬ ▬▬▬ ▬▬ ▬▬▬▬ ▬ ▬▬▬ ▬▬▬ ▬▬ ▬▬▬▬ ▬ ▬▬▬ ▬▬▬ ▬▬ ▬▬▬▬ ▬ ▬▬▬ ▬▬▬ ▬▬ ▬▬▬▬ ▬ ▬▬▬ ▬▬▬ ▬▬ ▬▬▬▬ ▬ ▬▬▬ ▬▬▬ ▬▬ ▬▬▬▬ ▬ ▬▬▬ ▬▬▬ ▬▬ ▬▬▬▬ ▬ ▬▬▬ ▬▬▬ ▬▬ ▬▬▬▬ ▬ ▬▬▬ ▬▬▬ ▬▬ ▬▬▬▬ ▬ ▬▬▬ ▬▬▬ ▬▬ ▬▬▬▬ ▬ ▬▬▬ ▬▬▬ ▬▬ ▬▬▬▬ ▬ ▬▬▬ ▬▬▬ ▬▬ ▬▬▬▬ ▬ ▬▬▬ ▬▬▬ ▬▬ ▬▬▬▬ ▬ ▬▬▬ ▬▬▬ ▬▬ ▬▬▬▬ ▬ ▬▬▬ ▬▬▬ ▬▬ ▬▬▬▬ ▬ ▬▬▬ ▬▬▬ ▬▬ ▬▬▬▬ ▬ ▬▬▬ ▬▬▬ ▬▬ ▬▬▬▬ ▬ ▬▬▬ ▬▬▬ ▬▬ ▬▬▬▬ ▬ ▬▬▬ ▬▬▬ ▬▬ ▬▬▬▬ ▬ ▬▬▬ ▬▬▬ ▬▬ ▬▬▬▬ ▬ ▬▬▬ ▬▬▬ ▬▬ ▬▬▬▬ ▬ ▬▬▬ ▬▬▬ ▬▬ ▬▬▬▬ ▬ ▬▬▬ ▬▬▬ ▬▬ ▬▬▬▬ ▬ ▬▬▬ ▬▬▬ ▬▬ ▬▬▬▬ ▬ ▬▬▬ ▬▬▬ ▬▬ ▬▬▬▬ ▬ ▬▬▬ ▬▬▬ ▬▬ ▬▬▬▬ ▬ ▬▬▬ ▬▬▬ ▬▬ ▬▬▬▬ ▬ ▬▬▬ ▬▬▬ ▬▬ ▬▬▬▬ ▬ ▬▬▬ ▬▬▬ ▬▬ ▬▬▬▬ ▬ ▬▬▬ ▬▬▬ ▬▬ ▬▬▬▬ ▬ ▬▬▬ ▬▬▬ ▬▬ ▬▬▬▬ ▬ ▬▬▬ ▬▬▬ ▬▬ ▬▬▬▬ ▬ ▬▬▬ ▬▬▬ ▬▬ ▬▬▬▬ ▬ ▬▬▬ ▬▬▬ ▬▬ ▬▬▬▬ ▬ ▬▬▬ ▬▬▬ ▬▬ ▬▬▬▬ ▬ ▬▬▬ ▬▬▬ ▬▬ ▬▬▬▬ ▬ ▬▬▬ ▬▬▬ ▬▬ ▬▬▬▬ ▬ ▬▬▬ ▬▬▬: [756, 523, 862, 738]
body-text: ▬▬▬ ▬▬ ▬▬▬▬ ▬ ▬▬▬ ▬▬▬ ▬▬ ▬▬▬▬ ▬ ▬▬▬ ▬▬▬ ▬▬ ▬▬▬▬ ▬ ▬▬▬ ▬▬▬ ▬▬ ▬▬▬▬ ▬ ▬▬▬ ▬▬▬ ▬▬ ▬▬▬▬ ▬ ▬▬▬ ▬▬▬ ▬▬ ▬▬▬▬: [257, 683, 372, 716]
body-text: ▬▬▬ ▬▬ ▬▬▬▬ ▬ ▬▬▬ ▬▬▬ ▬▬ ▬▬▬▬ ▬ ▬▬▬ ▬▬▬ ▬▬ ▬▬▬▬ ▬ ▬▬▬ ▬▬▬ ▬▬ ▬▬▬▬ ▬ ▬▬▬ ▬▬▬ ▬▬ ▬▬▬▬ ▬ ▬▬▬ ▬▬▬ ▬▬ ▬▬▬▬ ▬ ▬▬▬ ▬▬▬ ▬▬ ▬▬▬▬: [257, 1079, 372, 1112]
card-title: CORNWALL'S SCHOOL OF MUSIC.: [265, 858, 363, 874]
divider: [257, 780, 370, 781]
bargain-label: BARGAIN: [174, 600, 210, 608]
tide-cell: 8.43: [35, 53, 46, 58]
divider: [257, 386, 370, 387]
tide-cell: 10.44: [86, 71, 98, 76]
jam-ad-firm: S. KIRKPATRICK & CO. LTD.: [9, 1022, 122, 1044]
card-sub: Medical Specialists,: [291, 118, 337, 125]
story-heading: LATE HARVEST IN OTAGO.: [650, 437, 731, 444]
tide-title: HIGH WATER—MARCH.: [31, 32, 100, 38]
story-subheading: A CANADIAN PROPOSAL.: [883, 168, 960, 175]
tide-row: [4, 65, 126, 71]
column-cable-news-2: [866, 0, 978, 1579]
stock-title: STOCK MUST BE CLEARED.: [639, 1389, 742, 1398]
card-title: STANDISH AND KEENE: [279, 723, 349, 730]
hat-price: 8/11: [635, 1217, 665, 1237]
tide-cell: 10.11: [61, 65, 73, 70]
body-text: ▬▬▬ ▬▬ ▬▬▬▬ ▬ ▬▬▬ ▬▬▬ ▬▬ ▬▬▬▬ ▬ ▬▬▬ ▬▬▬ ▬▬ ▬▬▬▬ ▬ ▬▬▬ ▬▬▬ ▬▬ ▬▬▬▬ ▬ ▬▬▬ ▬▬▬ ▬▬ ▬▬▬▬ ▬ ▬▬▬ ▬▬▬ ▬▬ ▬▬▬▬ ▬ ▬▬▬ ▬▬▬ ▬▬ ▬▬▬▬ ▬ ▬▬▬ ▬▬▬ ▬▬ ▬▬▬▬ ▬ ▬▬▬ ▬▬▬ ▬▬ ▬▬▬▬ ▬ ▬▬▬ ▬▬▬ ▬▬ ▬▬▬▬ ▬ ▬▬▬ ▬▬▬ ▬▬ ▬▬▬▬ ▬ ▬▬▬ ▬▬▬ ▬▬ ▬▬▬▬ ▬ ▬▬▬ ▬▬▬ ▬▬ ▬▬▬▬ ▬ ▬▬▬ ▬▬▬ ▬▬ ▬▬▬▬ ▬ ▬▬▬ ▬▬▬ ▬▬ ▬▬▬▬ ▬ ▬▬▬ ▬▬▬ ▬▬ ▬▬▬▬ ▬ ▬▬▬ ▬▬▬ ▬▬ ▬▬▬▬ ▬ ▬▬▬ ▬▬▬ ▬▬ ▬▬▬▬ ▬ ▬▬▬ ▬▬▬ ▬▬ ▬▬▬▬ ▬ ▬▬▬ ▬▬▬ ▬▬ ▬▬▬▬ ▬ ▬▬▬ ▬▬▬ ▬▬ ▬▬▬▬ ▬ ▬▬▬ ▬▬▬ ▬▬ ▬▬▬▬ ▬ ▬▬▬ ▬▬▬ ▬▬ ▬▬▬▬ ▬ ▬▬▬ ▬▬▬ ▬▬ ▬▬▬▬ ▬ ▬▬▬ ▬▬▬ ▬▬ ▬▬▬▬ ▬ ▬▬▬ ▬▬▬ ▬▬ ▬▬▬▬ ▬ ▬▬▬ ▬▬▬ ▬▬ ▬▬▬▬ ▬ ▬▬▬ ▬▬▬ ▬▬ ▬▬▬▬ ▬ ▬▬▬ ▬▬▬ ▬▬ ▬▬▬▬ ▬ ▬▬▬ ▬▬▬ ▬▬ ▬▬▬▬ ▬ ▬▬▬ ▬▬▬ ▬▬ ▬▬▬▬ ▬ ▬▬▬ ▬▬▬ ▬▬ ▬▬▬▬ ▬ ▬▬▬ ▬▬▬ ▬▬ ▬▬▬▬ ▬ ▬▬▬ ▬▬▬ ▬▬ ▬▬▬▬ ▬ ▬▬▬ ▬▬▬ ▬▬ ▬▬▬▬ ▬ ▬▬▬ ▬▬▬ ▬▬ ▬▬▬▬ ▬ ▬▬▬ ▬▬▬ ▬▬ ▬▬▬▬ ▬ ▬▬▬ ▬▬▬ ▬▬ ▬▬▬▬ ▬ ▬▬▬ ▬▬▬ ▬▬ ▬▬▬▬ ▬ ▬▬▬ ▬▬▬ ▬▬ ▬▬▬▬ ▬ ▬▬▬ ▬▬▬ ▬▬ ▬▬▬▬ ▬ ▬▬▬ ▬▬▬ ▬▬ ▬▬▬▬ ▬ ▬▬▬ ▬▬▬ ▬▬ ▬▬▬▬ ▬ ▬▬▬ ▬▬▬ ▬▬ ▬▬▬▬ ▬ ▬▬▬ ▬▬▬ ▬▬ ▬▬▬▬ ▬ ▬▬▬ ▬▬▬ ▬▬ ▬▬▬▬ ▬ ▬▬▬ ▬▬▬ ▬▬ ▬▬▬▬ ▬ ▬▬▬ ▬▬▬ ▬▬ ▬▬▬▬ ▬ ▬▬▬ ▬▬▬ ▬▬ ▬▬▬▬ ▬ ▬▬▬ ▬▬▬ ▬▬ ▬▬▬▬ ▬ ▬▬▬ ▬▬▬ ▬▬ ▬▬▬▬ ▬ ▬▬▬ ▬▬▬ ▬▬ ▬▬▬▬ ▬ ▬▬▬ ▬▬▬ ▬▬ ▬▬▬▬ ▬ ▬▬▬ ▬▬▬ ▬▬ ▬▬▬▬ ▬ ▬▬▬ ▬▬▬ ▬▬ ▬▬▬▬ ▬ ▬▬▬ ▬▬▬ ▬▬ ▬▬▬▬ ▬ ▬▬▬ ▬▬▬ ▬▬ ▬▬▬▬ ▬ ▬▬▬ ▬▬▬ ▬▬ ▬▬▬▬ ▬ ▬▬▬ ▬▬▬ ▬▬ ▬▬▬▬ ▬ ▬▬▬ ▬▬▬ ▬▬ ▬▬▬▬ ▬ ▬▬▬ ▬▬▬ ▬▬ ▬▬▬▬ ▬ ▬▬▬ ▬▬▬ ▬▬ ▬▬▬▬ ▬ ▬▬▬ ▬▬▬ ▬▬ ▬▬▬▬ ▬ ▬▬▬ ▬▬▬ ▬▬ ▬▬▬▬ ▬ ▬▬▬ ▬▬▬ ▬▬ ▬▬▬▬ ▬ ▬▬▬ ▬▬▬ ▬▬ ▬▬▬▬ ▬ ▬▬▬ ▬▬▬ ▬▬ ▬▬▬▬ ▬ ▬▬▬ ▬▬▬ ▬▬ ▬▬▬▬ ▬ ▬▬▬ ▬▬▬ ▬▬ ▬▬▬▬ ▬ ▬▬▬ ▬▬▬ ▬▬ ▬▬▬▬ ▬ ▬▬▬ ▬▬▬ ▬▬ ▬▬▬▬ ▬ ▬▬▬ ▬▬▬ ▬▬ ▬▬▬▬ ▬ ▬▬▬ ▬▬▬ ▬▬ ▬▬▬▬ ▬ ▬▬▬ ▬▬▬ ▬▬ ▬▬▬▬ ▬ ▬▬▬ ▬▬▬ ▬▬ ▬▬▬▬ ▬ ▬▬▬ ▬▬▬ ▬▬ ▬▬▬▬ ▬ ▬▬▬ ▬▬▬ ▬▬ ▬▬▬▬ ▬ ▬▬▬ ▬▬▬ ▬▬ ▬▬▬▬ ▬ ▬▬▬ ▬▬▬ ▬▬ ▬▬▬▬ ▬ ▬▬▬ ▬▬▬ ▬▬ ▬▬▬▬ ▬ ▬▬▬ ▬▬▬ ▬▬ ▬▬▬▬ ▬ ▬▬▬ ▬▬▬ ▬▬ ▬▬▬▬ ▬ ▬▬▬ ▬▬▬ ▬▬ ▬▬▬▬ ▬ ▬▬▬ ▬▬▬ ▬▬ ▬▬▬▬ ▬ ▬▬▬ ▬▬▬ ▬▬ ▬▬▬▬ ▬ ▬▬▬ ▬▬▬ ▬▬ ▬▬▬▬ ▬ ▬▬▬ ▬▬▬ ▬▬ ▬▬▬▬ ▬ ▬▬▬ ▬▬▬ ▬▬ ▬▬▬▬ ▬ ▬▬▬ ▬▬▬ ▬▬ ▬▬▬▬ ▬ ▬▬▬ ▬▬▬ ▬▬ ▬▬▬▬ ▬ ▬▬▬ ▬▬▬ ▬▬ ▬▬▬▬ ▬ ▬▬▬ ▬▬▬ ▬▬ ▬▬▬▬ ▬ ▬▬▬ ▬▬▬ ▬▬ ▬▬▬▬ ▬ ▬▬▬ ▬▬▬ ▬▬ ▬▬▬▬ ▬ ▬▬▬ ▬▬▬ ▬▬ ▬▬▬▬ ▬ ▬▬▬ ▬▬▬ ▬▬ ▬▬▬▬ ▬ ▬▬▬ ▬▬▬ ▬▬ ▬▬▬▬ ▬ ▬▬▬ ▬▬▬ ▬▬ ▬▬▬▬ ▬ ▬▬▬ ▬▬▬ ▬▬ ▬▬▬▬ ▬ ▬▬▬ ▬▬▬ ▬▬ ▬▬▬▬ ▬ ▬▬▬ ▬▬▬ ▬▬ ▬▬▬▬ ▬ ▬▬▬ ▬▬▬ ▬▬ ▬▬▬▬ ▬ ▬▬▬ ▬▬▬ ▬▬ ▬▬▬▬ ▬ ▬▬▬ ▬▬▬ ▬▬ ▬▬▬▬ ▬ ▬▬▬ ▬▬▬ ▬▬ ▬▬▬▬ ▬ ▬▬▬ ▬▬▬ ▬▬ ▬▬▬▬ ▬ ▬▬▬ ▬▬▬ ▬▬ ▬▬▬▬ ▬ ▬▬▬ ▬▬▬ ▬▬ ▬▬▬▬ ▬ ▬▬▬ ▬▬▬ ▬▬ ▬▬▬▬ ▬ ▬▬▬ ▬▬▬ ▬▬ ▬▬▬▬ ▬ ▬▬▬ ▬▬▬ ▬▬ ▬▬▬▬ ▬ ▬▬▬ ▬▬▬ ▬▬ ▬▬▬▬ ▬ ▬▬▬ ▬▬▬ ▬▬ ▬▬▬▬ ▬ ▬▬▬ ▬▬▬ ▬▬ ▬▬▬▬ ▬ ▬▬▬ ▬▬▬ ▬▬ ▬▬▬▬ ▬ ▬▬▬ ▬▬▬ ▬▬ ▬▬▬▬ ▬ ▬▬▬ ▬▬▬ ▬▬ ▬▬▬▬ ▬ ▬▬▬ ▬▬▬ ▬▬ ▬▬▬▬ ▬ ▬▬▬ ▬▬▬ ▬▬ ▬▬▬▬ ▬ ▬▬▬ ▬▬▬ ▬▬ ▬▬▬▬ ▬ ▬▬▬ ▬▬▬ ▬▬ ▬▬▬▬ ▬ ▬▬▬ ▬▬▬ ▬▬ ▬▬▬▬ ▬ ▬▬▬ ▬▬▬ ▬▬ ▬▬▬▬ ▬ ▬▬▬ ▬▬▬ ▬▬ ▬▬▬▬ ▬ ▬▬▬ ▬▬▬ ▬▬ ▬▬▬▬ ▬ ▬▬▬ ▬▬▬ ▬▬ ▬▬▬▬ ▬ ▬▬▬ ▬▬▬ ▬▬ ▬▬▬▬ ▬ ▬▬▬ ▬▬▬ ▬▬ ▬▬▬▬ ▬ ▬▬▬ ▬▬▬ ▬▬ ▬▬▬▬ ▬ ▬▬▬ ▬▬▬ ▬▬ ▬▬▬▬ ▬ ▬▬▬ ▬▬▬ ▬▬ ▬▬▬▬ ▬ ▬▬▬ ▬▬▬ ▬▬ ▬▬▬▬ ▬ ▬▬▬ ▬▬▬ ▬▬ ▬▬▬▬ ▬ ▬▬▬ ▬▬▬ ▬▬ ▬▬▬▬ ▬ ▬▬▬ ▬▬▬ ▬▬ ▬▬▬▬ ▬ ▬▬▬ ▬▬▬ ▬▬ ▬▬▬▬ ▬ ▬▬▬ ▬▬▬ ▬▬ ▬▬▬▬ ▬ ▬▬▬ ▬▬▬ ▬▬ ▬▬▬▬ ▬ ▬▬▬ ▬▬▬ ▬▬ ▬▬▬▬ ▬ ▬▬▬ ▬▬▬ ▬▬ ▬▬▬▬ ▬ ▬▬▬ ▬▬▬ ▬▬ ▬▬▬▬ ▬ ▬▬▬ ▬▬▬ ▬▬ ▬▬▬▬ ▬ ▬▬▬ ▬▬▬ ▬▬ ▬▬▬▬ ▬ ▬▬▬ ▬▬▬ ▬▬ ▬▬▬▬ ▬ ▬▬▬ ▬▬▬ ▬▬ ▬▬▬▬ ▬ ▬▬▬ ▬▬▬ ▬▬ ▬▬▬▬ ▬ ▬▬▬ ▬▬▬ ▬▬ ▬▬▬▬ ▬ ▬▬▬ ▬▬▬ ▬▬ ▬▬▬▬ ▬ ▬▬▬ ▬▬▬ ▬▬ ▬▬▬▬ ▬ ▬▬▬ ▬▬▬ ▬▬ ▬▬▬▬ ▬ ▬▬▬ ▬▬▬ ▬▬ ▬▬▬▬ ▬ ▬▬▬ ▬▬▬ ▬▬ ▬▬▬▬ ▬ ▬▬▬ ▬▬▬ ▬▬ ▬▬▬▬ ▬ ▬▬▬ ▬▬▬ ▬▬ ▬▬▬▬ ▬ ▬▬▬ ▬▬▬ ▬▬ ▬▬▬▬ ▬ ▬▬▬ ▬▬▬ ▬▬ ▬▬▬▬ ▬ ▬▬▬ ▬▬▬ ▬▬ ▬▬▬▬ ▬ ▬▬▬ ▬▬▬ ▬▬ ▬▬▬▬ ▬ ▬▬▬ ▬▬▬ ▬▬ ▬▬▬▬ ▬ ▬▬▬ ▬▬▬ ▬▬ ▬▬▬▬ ▬ ▬▬▬ ▬▬▬ ▬▬ ▬▬▬▬ ▬ ▬▬▬ ▬▬▬ ▬▬ ▬▬▬▬ ▬ ▬▬▬ ▬▬▬ ▬▬ ▬▬▬▬ ▬ ▬▬▬ ▬▬▬ ▬▬ ▬▬▬▬ ▬ ▬▬▬ ▬▬▬ ▬▬ ▬▬▬▬ ▬ ▬▬▬ ▬▬▬ ▬▬ ▬▬▬▬ ▬ ▬▬▬ ▬▬▬ ▬▬ ▬▬▬▬ ▬ ▬▬▬ ▬▬▬ ▬▬ ▬▬▬▬ ▬ ▬▬▬ ▬▬▬ ▬▬ ▬▬▬▬ ▬ ▬▬▬ ▬▬▬ ▬▬ ▬▬▬▬ ▬ ▬▬▬ ▬▬▬ ▬▬ ▬▬▬▬ ▬ ▬▬▬ ▬▬▬ ▬▬ ▬▬▬▬ ▬ ▬▬▬ ▬▬▬ ▬▬ ▬▬▬▬ ▬ ▬▬▬ ▬▬▬ ▬▬ ▬▬▬▬ ▬ ▬▬▬ ▬▬▬ ▬▬ ▬▬▬▬ ▬ ▬▬▬ ▬▬▬ ▬▬ ▬▬▬▬ ▬ ▬▬▬ ▬▬▬ ▬▬ ▬▬▬▬ ▬ ▬▬▬ ▬▬▬ ▬▬ ▬▬▬▬ ▬ ▬▬▬ ▬▬▬ ▬▬ ▬▬▬▬ ▬ ▬▬▬ ▬▬▬ ▬▬ ▬▬▬▬ ▬ ▬▬▬ ▬▬▬ ▬▬ ▬▬▬▬ ▬ ▬▬▬ ▬▬▬ ▬▬ ▬▬▬▬ ▬ ▬▬▬ ▬▬▬ ▬▬ ▬▬▬▬ ▬ ▬▬▬ ▬▬▬ ▬▬ ▬▬▬▬ ▬ ▬▬▬ ▬▬▬ ▬▬ ▬▬▬▬ ▬ ▬▬▬ ▬▬▬ ▬▬ ▬▬▬▬ ▬ ▬▬▬ ▬▬▬ ▬▬ ▬▬▬▬ ▬ ▬▬▬ ▬▬▬ ▬▬ ▬▬▬▬ ▬ ▬▬▬ ▬▬▬ ▬▬ ▬▬▬▬ ▬ ▬▬▬ ▬▬▬ ▬▬ ▬▬▬▬ ▬ ▬▬▬ ▬▬▬ ▬▬ ▬▬▬▬ ▬ ▬▬▬ ▬▬▬ ▬▬ ▬▬▬▬ ▬ ▬▬▬ ▬▬▬ ▬▬ ▬▬▬▬ ▬ ▬▬▬ ▬▬▬ ▬▬ ▬▬▬▬ ▬ ▬▬▬ ▬▬▬ ▬▬ ▬▬▬▬ ▬ ▬▬▬ ▬▬▬ ▬▬ ▬▬▬▬ ▬ ▬▬▬ ▬▬▬ ▬▬ ▬▬▬▬ ▬ ▬▬▬ ▬▬▬ ▬▬ ▬▬▬▬ ▬ ▬▬▬ ▬▬▬ ▬▬ ▬▬▬▬ ▬ ▬▬▬ ▬▬▬ ▬▬ ▬▬▬▬ ▬ ▬▬▬ ▬▬▬ ▬▬ ▬▬▬▬ ▬ ▬▬▬ ▬▬▬ ▬▬ ▬▬▬▬ ▬ ▬▬▬ ▬▬▬ ▬▬ ▬▬▬▬ ▬ ▬▬▬ ▬▬▬ ▬▬ ▬▬▬▬ ▬ ▬▬▬ ▬▬▬ ▬▬ ▬▬▬▬ ▬ ▬▬▬ ▬▬▬ ▬▬ ▬▬▬▬ ▬ ▬▬▬ ▬▬▬ ▬▬ ▬▬▬▬ ▬ ▬▬▬ ▬▬▬ ▬▬ ▬▬▬▬ ▬ ▬▬▬ ▬▬▬ ▬▬ ▬▬▬▬ ▬ ▬▬▬ ▬▬▬ ▬▬ ▬▬▬▬ ▬ ▬▬▬ ▬▬▬ ▬▬ ▬▬▬▬ ▬ ▬▬▬ ▬▬▬ ▬▬ ▬▬▬▬ ▬ ▬▬▬ ▬▬▬ ▬▬ ▬▬▬▬ ▬ ▬▬▬ ▬▬▬ ▬▬ ▬▬▬▬ ▬ ▬▬▬ ▬▬▬ ▬▬ ▬▬▬▬ ▬ ▬▬▬ ▬▬▬ ▬▬ ▬▬▬▬ ▬ ▬▬▬ ▬▬▬ ▬▬ ▬▬▬▬ ▬ ▬▬▬ ▬▬▬ ▬▬ ▬▬▬▬ ▬ ▬▬▬ ▬▬▬ ▬▬ ▬▬▬▬ ▬ ▬▬▬ ▬▬▬ ▬▬ ▬▬▬▬ ▬ ▬▬▬ ▬▬▬ ▬▬ ▬▬▬▬ ▬ ▬▬▬ ▬▬▬ ▬▬ ▬▬▬▬ ▬ ▬▬▬ ▬▬▬ ▬▬ ▬▬▬▬ ▬ ▬▬▬ ▬▬▬ ▬▬ ▬▬▬▬ ▬ ▬▬▬ ▬▬▬ ▬▬ ▬▬▬▬ ▬ ▬▬▬ ▬▬▬ ▬▬ ▬▬▬▬ ▬ ▬▬▬ ▬▬▬ ▬▬ ▬▬▬▬ ▬ ▬▬▬ ▬▬▬ ▬▬ ▬▬▬▬ ▬ ▬▬▬ ▬▬▬ ▬▬ ▬▬▬▬ ▬ ▬▬▬ ▬▬▬ ▬▬ ▬▬▬▬ ▬ ▬▬▬ ▬▬▬ ▬▬ ▬▬▬▬ ▬ ▬▬▬ ▬▬▬ ▬▬ ▬▬▬▬ ▬ ▬▬▬ ▬▬▬ ▬▬ ▬▬▬▬ ▬ ▬▬▬ ▬▬▬ ▬▬ ▬▬▬▬ ▬ ▬▬▬ ▬▬▬ ▬▬ ▬▬▬▬ ▬ ▬▬▬ ▬▬▬ ▬▬ ▬▬▬▬ ▬ ▬▬▬ ▬▬▬ ▬▬ ▬▬▬▬ ▬ ▬▬▬ ▬▬▬ ▬▬ ▬▬▬▬ ▬ ▬▬▬ ▬▬▬ ▬▬ ▬▬▬▬ ▬ ▬▬▬ ▬▬▬ ▬▬ ▬▬▬▬ ▬ ▬▬▬ ▬▬▬ ▬▬ ▬▬▬▬ ▬ ▬▬▬ ▬▬▬ ▬▬ ▬▬▬▬ ▬ ▬▬▬ ▬▬▬ ▬▬ ▬▬▬▬ ▬ ▬▬▬ ▬▬▬ ▬▬ ▬▬▬▬ ▬ ▬▬▬ ▬▬▬ ▬▬ ▬▬▬▬ ▬ ▬▬▬ ▬▬▬ ▬▬ ▬▬▬▬ ▬ ▬▬▬ ▬▬▬ ▬▬ ▬▬▬▬ ▬ ▬▬▬ ▬▬▬ ▬▬ ▬▬▬▬ ▬ ▬▬▬ ▬▬▬ ▬▬ ▬▬▬▬ ▬ ▬▬▬ ▬▬▬ ▬▬ ▬▬▬▬ ▬ ▬▬▬ ▬▬▬ ▬▬ ▬▬▬▬ ▬ ▬▬▬ ▬▬▬ ▬▬ ▬▬▬▬ ▬ ▬▬▬ ▬▬▬ ▬▬ ▬▬▬▬ ▬ ▬▬▬ ▬▬▬ ▬▬ ▬▬▬▬ ▬ ▬▬▬ ▬▬▬ ▬▬ ▬▬▬▬ ▬ ▬▬▬ ▬▬▬ ▬▬ ▬▬▬▬ ▬ ▬▬▬ ▬▬▬ ▬▬ ▬▬▬▬ ▬ ▬▬▬ ▬▬▬ ▬▬ ▬▬▬▬ ▬ ▬▬▬ ▬▬▬ ▬▬ ▬▬▬▬ ▬ ▬▬▬ ▬▬▬ ▬▬ ▬▬▬▬ ▬ ▬▬▬ ▬▬▬ ▬▬ ▬▬▬▬ ▬ ▬▬▬ ▬▬▬ ▬▬ ▬▬▬▬ ▬ ▬▬▬ ▬▬▬ ▬▬ ▬▬▬▬ ▬ ▬▬▬ ▬▬▬ ▬▬ ▬▬▬▬ ▬ ▬▬▬ ▬▬▬ ▬▬ ▬▬▬▬ ▬ ▬▬▬ ▬▬▬ ▬▬ ▬▬▬▬ ▬ ▬▬▬ ▬▬▬ ▬▬ ▬▬▬▬ ▬ ▬▬▬ ▬▬▬ ▬▬ ▬▬▬▬ ▬ ▬▬▬ ▬▬▬ ▬▬ ▬▬▬▬ ▬ ▬▬▬ ▬▬▬ ▬▬ ▬▬▬▬ ▬ ▬▬▬ ▬▬▬ ▬▬ ▬▬▬▬ ▬ ▬▬▬ ▬▬▬ ▬▬ ▬▬▬▬ ▬ ▬▬▬ ▬▬▬ ▬▬ ▬▬▬▬ ▬ ▬▬▬ ▬▬▬ ▬▬ ▬▬▬▬ ▬ ▬▬▬ ▬▬▬ ▬▬ ▬▬▬▬ ▬ ▬▬▬ ▬▬▬ ▬▬ ▬▬▬▬ ▬ ▬▬▬ ▬▬▬ ▬▬ ▬▬▬▬ ▬ ▬▬▬ ▬▬▬ ▬▬ ▬▬▬▬ ▬ ▬▬▬ ▬▬▬ ▬▬ ▬▬▬▬ ▬ ▬▬▬ ▬▬▬ ▬▬ ▬▬▬▬ ▬ ▬▬▬ ▬▬▬ ▬▬ ▬▬▬▬ ▬ ▬▬▬ ▬▬▬ ▬▬ ▬▬▬▬ ▬ ▬▬▬ ▬▬▬ ▬▬ ▬▬▬▬ ▬ ▬▬▬ ▬▬▬ ▬▬ ▬▬▬▬ ▬ ▬▬▬ ▬▬▬ ▬▬ ▬▬▬▬ ▬ ▬▬▬ ▬▬▬ ▬▬ ▬▬▬▬ ▬ ▬▬▬ ▬▬▬ ▬▬ ▬▬▬▬ ▬ ▬▬▬ ▬▬▬ ▬▬ ▬▬▬▬ ▬ ▬▬▬ ▬▬▬ ▬▬ ▬▬▬▬ ▬ ▬▬▬ ▬▬▬ ▬▬ ▬▬▬▬ ▬ ▬▬▬ ▬▬▬ ▬▬ ▬▬▬▬ ▬ ▬▬▬ ▬▬▬ ▬▬ ▬▬▬▬ ▬ ▬▬▬ ▬▬▬ ▬▬ ▬▬▬▬ ▬ ▬▬▬ ▬▬▬ ▬▬ ▬▬▬▬ ▬ ▬▬▬ ▬▬▬ ▬▬ ▬▬▬▬ ▬ ▬▬▬ ▬▬▬ ▬▬ ▬▬▬▬ ▬ ▬▬▬ ▬▬▬ ▬▬ ▬▬▬▬ ▬ ▬▬▬ ▬▬▬ ▬▬ ▬▬▬▬ ▬ ▬▬▬ ▬▬▬ ▬▬ ▬▬▬▬ ▬ ▬▬▬ ▬▬▬ ▬▬ ▬▬▬▬ ▬ ▬▬▬ ▬▬▬ ▬▬ ▬▬▬▬ ▬ ▬▬▬ ▬▬▬ ▬▬ ▬▬▬▬ ▬ ▬▬▬ ▬▬▬ ▬▬ ▬▬▬▬ ▬ ▬▬▬ ▬▬▬ ▬▬ ▬▬▬▬ ▬ ▬▬▬ ▬▬▬ ▬▬ ▬▬▬▬ ▬ ▬▬▬ ▬▬▬ ▬▬ ▬▬▬▬ ▬ ▬▬▬ ▬▬▬ ▬▬ ▬▬▬▬ ▬ ▬▬▬ ▬▬▬ ▬▬ ▬▬▬▬ ▬ ▬▬▬ ▬▬▬ ▬▬ ▬▬▬▬ ▬ ▬▬▬ ▬▬▬ ▬▬ ▬▬▬▬ ▬ ▬▬▬ ▬▬▬ ▬▬ ▬▬▬▬ ▬ ▬▬▬ ▬▬▬ ▬▬ ▬▬▬▬ ▬ ▬▬▬ ▬▬▬ ▬▬ ▬▬▬▬ ▬ ▬▬▬ ▬▬▬ ▬▬ ▬▬▬▬ ▬ ▬▬▬ ▬▬▬ ▬▬ ▬▬▬▬ ▬ ▬▬▬ ▬▬▬ ▬▬ ▬▬▬▬ ▬ ▬▬▬ ▬▬▬ ▬▬ ▬▬▬▬ ▬ ▬▬▬ ▬▬▬ ▬▬ ▬▬▬▬ ▬ ▬▬▬ ▬▬▬ ▬▬ ▬▬▬▬ ▬ ▬▬▬ ▬▬▬ ▬▬ ▬▬▬▬ ▬ ▬▬▬ ▬▬▬ ▬▬ ▬▬▬▬ ▬ ▬▬▬ ▬▬▬ ▬▬ ▬▬▬▬ ▬ ▬▬▬ ▬▬▬ ▬▬ ▬▬▬▬ ▬ ▬▬▬ ▬▬▬ ▬▬ ▬▬▬▬ ▬ ▬▬▬ ▬▬▬ ▬▬ ▬▬▬▬ ▬ ▬▬▬ ▬▬▬ ▬▬ ▬▬▬▬ ▬ ▬▬▬ ▬▬▬ ▬▬ ▬▬▬▬ ▬ ▬▬▬ ▬▬▬ ▬▬ ▬▬▬▬ ▬ ▬▬▬ ▬▬▬ ▬▬ ▬▬▬▬ ▬ ▬▬▬ ▬▬▬ ▬▬ ▬▬▬▬ ▬ ▬▬▬ ▬▬▬ ▬▬ ▬▬▬▬ ▬ ▬▬▬ ▬▬▬ ▬▬ ▬▬▬▬ ▬ ▬▬▬ ▬▬▬ ▬▬ ▬▬▬▬ ▬ ▬▬▬ ▬▬▬ ▬▬ ▬▬▬▬ ▬ ▬▬▬ ▬▬▬ ▬▬ ▬▬▬▬ ▬ ▬▬▬ ▬▬▬ ▬▬ ▬▬▬▬ ▬ ▬▬▬ ▬▬▬ ▬▬ ▬▬▬▬ ▬ ▬▬▬ ▬▬▬ ▬▬ ▬▬▬▬ ▬ ▬▬▬ ▬▬▬ ▬▬ ▬▬▬▬ ▬ ▬▬▬ ▬▬▬ ▬▬ ▬▬▬▬ ▬ ▬▬▬ ▬▬▬ ▬▬ ▬▬▬▬ ▬ ▬▬▬ ▬▬▬ ▬▬ ▬▬▬▬ ▬ ▬▬▬ ▬▬▬ ▬▬ ▬▬▬▬ ▬ ▬▬▬ ▬▬▬ ▬▬ ▬▬▬▬ ▬ ▬▬▬ ▬▬▬ ▬▬ ▬▬▬▬: [380, 1080, 504, 2576]
body-text: ▬▬▬ ▬▬ ▬▬▬▬ ▬ ▬▬▬ ▬▬▬ ▬▬ ▬▬▬▬ ▬ ▬▬▬ ▬▬▬ ▬▬ ▬▬▬▬ ▬ ▬▬▬ ▬▬▬ ▬▬ ▬▬▬▬ ▬ ▬▬▬ ▬▬▬ ▬▬ ▬▬▬▬ ▬ ▬▬▬ ▬▬▬ ▬▬ ▬▬▬▬ ▬ ▬▬▬ ▬▬▬ ▬▬ ▬▬▬▬ ▬ ▬▬▬ ▬▬▬ ▬▬ ▬▬▬▬ ▬ ▬▬▬ ▬▬▬ ▬▬ ▬▬▬▬ ▬ ▬▬▬ ▬▬▬ ▬▬ ▬▬▬▬ ▬ ▬▬▬ ▬▬▬ ▬▬ ▬▬▬▬ ▬ ▬▬▬ ▬▬▬ ▬▬ ▬▬▬▬ ▬ ▬▬▬ ▬▬▬ ▬▬ ▬▬▬▬ ▬ ▬▬▬ ▬▬▬ ▬▬ ▬▬▬▬ ▬ ▬▬▬ ▬▬▬ ▬▬ ▬▬▬▬ ▬ ▬▬▬ ▬▬▬ ▬▬ ▬▬▬▬ ▬ ▬▬▬ ▬▬▬ ▬▬ ▬▬▬▬ ▬ ▬▬▬ ▬▬▬ ▬▬ ▬▬▬▬ ▬ ▬▬▬ ▬▬▬ ▬▬ ▬▬▬▬ ▬ ▬▬▬ ▬▬▬ ▬▬ ▬▬▬▬ ▬ ▬▬▬ ▬▬▬ ▬▬ ▬▬▬▬ ▬ ▬▬▬ ▬▬▬ ▬▬ ▬▬▬▬ ▬ ▬▬▬ ▬▬▬ ▬▬ ▬▬▬▬ ▬ ▬▬▬ ▬▬▬ ▬▬ ▬▬▬▬ ▬ ▬▬▬ ▬▬▬ ▬▬ ▬▬▬▬ ▬ ▬▬▬ ▬▬▬ ▬▬ ▬▬▬▬ ▬ ▬▬▬ ▬▬▬ ▬▬ ▬▬▬▬ ▬ ▬▬▬ ▬▬▬ ▬▬ ▬▬▬▬ ▬ ▬▬▬ ▬▬▬ ▬▬ ▬▬▬▬ ▬ ▬▬▬: [4, 1074, 128, 1204]
body-text: ▬▬▬ ▬▬ ▬▬▬▬ ▬ ▬▬▬ ▬▬▬ ▬▬ ▬▬▬▬ ▬ ▬▬▬ ▬▬▬ ▬▬ ▬▬▬▬ ▬ ▬▬▬ ▬▬▬ ▬▬ ▬▬▬▬ ▬ ▬▬▬ ▬▬▬ ▬▬ ▬▬▬▬ ▬ ▬▬▬ ▬▬▬ ▬▬ ▬▬▬▬ ▬ ▬▬▬ ▬▬▬ ▬▬ ▬▬▬▬ ▬ ▬▬▬ ▬▬▬ ▬▬ ▬▬▬▬ ▬ ▬▬▬ ▬▬▬ ▬▬ ▬▬▬▬ ▬ ▬▬▬ ▬▬▬ ▬▬ ▬▬▬▬ ▬ ▬▬▬ ▬▬▬ ▬▬ ▬▬▬▬ ▬ ▬▬▬ ▬▬▬ ▬▬ ▬▬▬▬ ▬ ▬▬▬ ▬▬▬ ▬▬ ▬▬▬▬ ▬ ▬▬▬ ▬▬▬ ▬▬ ▬▬▬▬ ▬ ▬▬▬ ▬▬▬ ▬▬ ▬▬▬▬ ▬ ▬▬▬ ▬▬▬ ▬▬ ▬▬▬▬ ▬ ▬▬▬ ▬▬▬ ▬▬ ▬▬▬▬ ▬ ▬▬▬ ▬▬▬ ▬▬ ▬▬▬▬ ▬ ▬▬▬ ▬▬▬ ▬▬ ▬▬▬▬ ▬ ▬▬▬ ▬▬▬ ▬▬ ▬▬▬▬ ▬ ▬▬▬ ▬▬▬ ▬▬ ▬▬▬▬ ▬ ▬▬▬ ▬▬▬ ▬▬ ▬▬▬▬ ▬ ▬▬▬ ▬▬▬ ▬▬ ▬▬▬▬ ▬ ▬▬▬ ▬▬▬ ▬▬ ▬▬▬▬ ▬ ▬▬▬ ▬▬▬ ▬▬ ▬▬▬▬ ▬ ▬▬▬ ▬▬▬ ▬▬ ▬▬▬▬ ▬ ▬▬▬ ▬▬▬ ▬▬ ▬▬▬▬ ▬ ▬▬▬ ▬▬▬ ▬▬ ▬▬▬▬ ▬ ▬▬▬ ▬▬▬ ▬▬ ▬▬▬▬ ▬ ▬▬▬ ▬▬▬ ▬▬ ▬▬▬▬ ▬ ▬▬▬ ▬▬▬ ▬▬ ▬▬▬▬ ▬ ▬▬▬ ▬▬▬: [635, 728, 748, 878]
booming-label: BOOMING BARGAINS: [153, 653, 231, 662]
booming-sub: To finish up with: [173, 663, 211, 670]
story-subheading: REINFORCEMENTS ARRIVE.: [766, 469, 851, 476]
body-text: ▬▬▬ ▬▬ ▬▬▬▬ ▬ ▬▬▬ ▬▬▬ ▬▬ ▬▬▬▬ ▬ ▬▬▬ ▬▬▬ ▬▬ ▬▬▬▬ ▬ ▬▬▬ ▬▬▬ ▬▬ ▬▬▬▬ ▬ ▬▬▬ ▬▬▬ ▬▬ ▬▬▬▬ ▬ ▬▬▬ ▬▬▬ ▬▬ ▬▬▬▬ ▬ ▬▬▬ ▬▬▬ ▬▬ ▬▬▬▬ ▬ ▬▬▬ ▬▬▬ ▬▬ ▬▬▬▬ ▬ ▬▬▬ ▬▬▬ ▬▬ ▬▬▬▬ ▬ ▬▬▬ ▬▬▬ ▬▬ ▬▬▬▬ ▬ ▬▬▬ ▬▬▬ ▬▬ ▬▬▬▬ ▬ ▬▬▬ ▬▬▬ ▬▬ ▬▬▬▬ ▬ ▬▬▬ ▬▬▬ ▬▬ ▬▬▬▬ ▬ ▬▬▬ ▬▬▬ ▬▬ ▬▬▬▬ ▬ ▬▬▬ ▬▬▬ ▬▬ ▬▬▬▬ ▬ ▬▬▬ ▬▬▬ ▬▬ ▬▬▬▬ ▬ ▬▬▬ ▬▬▬ ▬▬ ▬▬▬▬ ▬ ▬▬▬ ▬▬▬ ▬▬ ▬▬▬▬ ▬ ▬▬▬ ▬▬▬ ▬▬ ▬▬▬▬ ▬ ▬▬▬ ▬▬▬ ▬▬ ▬▬▬▬ ▬ ▬▬▬: [635, 446, 748, 544]
body-text: ▬▬▬ ▬▬ ▬▬▬▬ ▬ ▬▬▬ ▬▬▬ ▬▬ ▬▬▬▬ ▬ ▬▬▬ ▬▬▬ ▬▬ ▬▬▬▬ ▬ ▬▬▬ ▬▬▬ ▬▬ ▬▬▬▬ ▬ ▬▬▬ ▬▬▬ ▬▬ ▬▬▬▬ ▬ ▬▬▬ ▬▬▬ ▬▬ ▬▬▬▬ ▬ ▬▬▬ ▬▬▬ ▬▬ ▬▬▬▬ ▬ ▬▬▬ ▬▬▬ ▬▬ ▬▬▬▬ ▬ ▬▬▬ ▬▬▬ ▬▬ ▬▬▬▬ ▬ ▬▬▬ ▬▬▬ ▬▬ ▬▬▬▬ ▬ ▬▬▬ ▬▬▬ ▬▬ ▬▬▬▬ ▬ ▬▬▬ ▬▬▬ ▬▬ ▬▬▬▬ ▬ ▬▬▬ ▬▬▬ ▬▬ ▬▬▬▬ ▬ ▬▬▬ ▬▬▬ ▬▬ ▬▬▬▬ ▬ ▬▬▬ ▬▬▬ ▬▬ ▬▬▬▬ ▬ ▬▬▬ ▬▬▬ ▬▬ ▬▬▬▬ ▬ ▬▬▬ ▬▬▬ ▬▬ ▬▬▬▬ ▬ ▬▬▬ ▬▬▬ ▬▬ ▬▬▬▬ ▬ ▬▬▬ ▬▬▬ ▬▬ ▬▬▬▬ ▬ ▬▬▬ ▬▬▬ ▬▬ ▬▬▬▬ ▬ ▬▬▬ ▬▬▬ ▬▬ ▬▬▬▬ ▬ ▬▬▬ ▬▬▬: [756, 903, 862, 1013]
bicycle-price: £10 10/-: [144, 3, 240, 32]
jam-ad-sub: IT IS AS PURE AS "HOME-MADE": [5, 939, 126, 948]
column-telegrams: [630, 0, 751, 1579]
column-professional-cards: [253, 0, 376, 1579]
tide-cell: Fri. 12: [5, 77, 19, 83]
sun-line: Sun rises—To-day 6.30, sets 5.27: [27, 90, 104, 96]
body-text: ▬▬▬ ▬▬ ▬▬▬▬ ▬ ▬▬▬ ▬▬▬ ▬▬ ▬▬▬▬ ▬ ▬▬▬ ▬▬▬ ▬▬ ▬▬▬▬ ▬ ▬▬▬ ▬▬▬ ▬▬ ▬▬▬▬ ▬ ▬▬▬ ▬▬▬ ▬▬ ▬▬▬▬ ▬ ▬▬▬ ▬▬▬ ▬▬ ▬▬▬▬ ▬ ▬▬▬ ▬▬▬ ▬▬ ▬▬▬▬ ▬ ▬▬▬ ▬▬▬ ▬▬ ▬▬▬▬ ▬ ▬▬▬ ▬▬▬ ▬▬ ▬▬▬▬ ▬ ▬▬▬ ▬▬▬ ▬▬ ▬▬▬▬ ▬ ▬▬▬ ▬▬▬ ▬▬ ▬▬▬▬ ▬ ▬▬▬ ▬▬▬ ▬▬ ▬▬▬▬ ▬ ▬▬▬ ▬▬▬ ▬▬ ▬▬▬▬ ▬ ▬▬▬ ▬▬▬ ▬▬ ▬▬▬▬ ▬ ▬▬▬ ▬▬▬ ▬▬ ▬▬▬▬ ▬ ▬▬▬ ▬▬▬ ▬▬ ▬▬▬▬ ▬ ▬▬▬ ▬▬▬ ▬▬ ▬▬▬▬ ▬ ▬▬▬ ▬▬▬ ▬▬ ▬▬▬▬ ▬ ▬▬▬ ▬▬▬ ▬▬ ▬▬▬▬ ▬ ▬▬▬ ▬▬▬ ▬▬ ▬▬▬▬ ▬ ▬▬▬ ▬▬▬ ▬▬ ▬▬▬▬ ▬ ▬▬▬ ▬▬▬ ▬▬ ▬▬▬▬ ▬ ▬▬▬ ▬▬▬ ▬▬ ▬▬▬▬ ▬ ▬▬▬ ▬▬▬ ▬▬ ▬▬▬▬ ▬ ▬▬▬ ▬▬▬ ▬▬ ▬▬▬▬ ▬ ▬▬▬ ▬▬▬ ▬▬ ▬▬▬▬ ▬ ▬▬▬ ▬▬▬ ▬▬ ▬▬▬▬: [870, 1100, 975, 1243]
divider: [756, 49, 860, 50]
parker-street: DEVON STREET: [635, 1486, 677, 1493]
cable-credit: UNITED PRESS ASSOCIATION.—BY ELECTRIC TELEGRAPH.—COPYRIGHT.: [872, 23, 972, 35]
body-text: ▬▬▬ ▬▬ ▬▬▬▬ ▬ ▬▬▬ ▬▬▬ ▬▬ ▬▬▬▬ ▬ ▬▬▬ ▬▬▬ ▬▬ ▬▬▬▬ ▬ ▬▬▬ ▬▬▬ ▬▬ ▬▬▬▬ ▬ ▬▬▬ ▬▬▬ ▬▬ ▬▬▬▬ ▬ ▬▬▬ ▬▬▬ ▬▬ ▬▬▬▬ ▬ ▬▬▬ ▬▬▬ ▬▬ ▬▬▬▬ ▬ ▬▬▬ ▬▬▬ ▬▬ ▬▬▬▬ ▬ ▬▬▬ ▬▬▬ ▬▬ ▬▬▬▬ ▬ ▬▬▬ ▬▬▬ ▬▬ ▬▬▬▬ ▬ ▬▬▬ ▬▬▬ ▬▬ ▬▬▬▬ ▬ ▬▬▬ ▬▬▬: [257, 875, 372, 934]
reynolds-address: DEVON ST.: [136, 177, 165, 184]
port-date: MONDAY, APRIL 9.: [38, 21, 93, 27]
parker-footer: [635, 1487, 746, 1493]
story-heading: LYNCH LAW IN POLAND.: [763, 1017, 853, 1025]
story-subheading: RUTHLESS DESTRUCTION OF PROPERTY.: [763, 1144, 853, 1158]
latest-label: LATEST: [796, 7, 820, 13]
body-text: ▬▬▬ ▬▬ ▬▬▬▬ ▬ ▬▬▬ ▬▬▬ ▬▬ ▬▬▬▬ ▬ ▬▬▬ ▬▬▬ ▬▬ ▬▬▬▬ ▬ ▬▬▬ ▬▬▬ ▬▬ ▬▬▬▬ ▬ ▬▬▬ ▬▬▬ ▬▬ ▬▬▬▬ ▬ ▬▬▬ ▬▬▬ ▬▬ ▬▬▬▬ ▬ ▬▬▬ ▬▬▬ ▬▬ ▬▬▬▬ ▬ ▬▬▬ ▬▬▬ ▬▬ ▬▬▬▬ ▬: [257, 124, 372, 163]
body-text: ▬▬▬ ▬▬ ▬▬▬▬ ▬ ▬▬▬ ▬▬▬ ▬▬ ▬▬▬▬ ▬ ▬▬▬ ▬▬▬ ▬▬ ▬▬▬▬ ▬ ▬▬▬ ▬▬▬ ▬▬ ▬▬▬▬ ▬ ▬▬▬ ▬▬▬ ▬▬ ▬▬▬▬ ▬ ▬▬▬ ▬▬▬ ▬▬ ▬▬▬▬ ▬ ▬▬▬ ▬▬▬ ▬▬ ▬▬▬▬ ▬ ▬▬▬ ▬▬▬ ▬▬ ▬▬▬▬ ▬ ▬▬▬ ▬▬▬ ▬▬ ▬▬▬▬ ▬ ▬▬▬ ▬▬▬ ▬▬ ▬▬▬▬ ▬ ▬▬▬ ▬▬▬ ▬▬ ▬▬▬▬ ▬ ▬▬▬ ▬▬▬ ▬▬ ▬▬▬▬ ▬ ▬▬▬ ▬▬▬ ▬▬ ▬▬▬▬ ▬ ▬▬▬ ▬▬▬ ▬▬ ▬▬▬▬ ▬ ▬▬▬ ▬▬▬ ▬▬ ▬▬▬▬ ▬ ▬▬▬ ▬▬▬ ▬▬ ▬▬▬▬ ▬ ▬▬▬ ▬▬▬ ▬▬ ▬▬▬▬: [136, 467, 249, 552]
tableware-title: YOUR OLD TABLEWARE MADE TO LOOK NEW: [147, 352, 236, 369]
body-text: ▬▬▬ ▬▬ ▬▬▬▬ ▬ ▬▬▬ ▬▬▬ ▬▬ ▬▬▬▬ ▬ ▬▬▬ ▬▬▬ ▬▬ ▬▬▬▬ ▬ ▬▬▬ ▬▬▬ ▬▬ ▬▬▬▬ ▬ ▬▬▬ ▬▬▬ ▬▬ ▬▬▬▬ ▬ ▬▬▬ ▬▬▬ ▬▬ ▬▬▬▬ ▬ ▬▬▬ ▬▬▬ ▬▬ ▬▬▬▬ ▬ ▬▬▬ ▬▬▬ ▬▬ ▬▬▬▬ ▬ ▬▬▬ ▬▬▬ ▬▬ ▬▬▬▬ ▬ ▬▬▬ ▬▬▬ ▬▬ ▬▬▬▬ ▬ ▬▬▬ ▬▬▬ ▬▬ ▬▬▬▬ ▬ ▬▬▬ ▬▬▬ ▬▬ ▬▬▬▬ ▬ ▬▬▬ ▬▬▬ ▬▬ ▬▬▬▬ ▬ ▬▬▬ ▬▬▬ ▬▬ ▬▬▬▬ ▬ ▬▬▬ ▬▬▬ ▬▬ ▬▬▬▬ ▬ ▬▬▬ ▬▬▬ ▬▬ ▬▬▬▬ ▬ ▬▬▬ ▬▬▬ ▬▬ ▬▬▬▬ ▬ ▬▬▬ ▬▬▬ ▬▬ ▬▬▬▬ ▬ ▬▬▬ ▬▬▬ ▬▬ ▬▬▬▬ ▬ ▬▬▬ ▬▬▬ ▬▬ ▬▬▬▬ ▬ ▬▬▬ ▬▬▬ ▬▬ ▬▬▬▬ ▬ ▬▬▬ ▬▬▬ ▬▬ ▬▬▬▬ ▬ ▬▬▬ ▬▬▬ ▬▬ ▬▬▬▬ ▬ ▬▬▬ ▬▬▬ ▬▬ ▬▬▬▬ ▬ ▬▬▬ ▬▬▬ ▬▬ ▬▬▬▬ ▬ ▬▬▬ ▬▬▬ ▬▬ ▬▬▬▬ ▬ ▬▬▬ ▬▬▬ ▬▬ ▬▬▬▬ ▬ ▬▬▬ ▬▬▬ ▬▬ ▬▬▬▬ ▬ ▬▬▬ ▬▬▬ ▬▬ ▬▬▬▬ ▬ ▬▬▬ ▬▬▬ ▬▬ ▬▬▬▬ ▬ ▬▬▬ ▬▬▬ ▬▬ ▬▬▬▬ ▬ ▬▬▬ ▬▬▬ ▬▬ ▬▬▬▬ ▬ ▬▬▬ ▬▬▬ ▬▬ ▬▬▬▬ ▬ ▬▬▬ ▬▬▬ ▬▬ ▬▬▬▬ ▬ ▬▬▬ ▬▬▬ ▬▬ ▬▬▬▬ ▬ ▬▬▬ ▬▬▬ ▬▬ ▬▬▬▬ ▬ ▬▬▬ ▬▬▬ ▬▬ ▬▬▬▬ ▬ ▬▬▬ ▬▬▬ ▬▬ ▬▬▬▬ ▬ ▬▬▬ ▬▬▬ ▬▬ ▬▬▬▬ ▬ ▬▬▬ ▬▬▬ ▬▬ ▬▬▬▬ ▬ ▬▬▬ ▬▬▬ ▬▬ ▬▬▬▬ ▬ ▬▬▬ ▬▬▬ ▬▬ ▬▬▬▬ ▬ ▬▬▬ ▬▬▬ ▬▬ ▬▬▬▬ ▬ ▬▬▬ ▬▬▬ ▬▬ ▬▬▬▬ ▬ ▬▬▬ ▬▬▬ ▬▬ ▬▬▬▬ ▬ ▬▬▬ ▬▬▬ ▬▬ ▬▬▬▬ ▬ ▬▬▬ ▬▬▬ ▬▬ ▬▬▬▬ ▬ ▬▬▬ ▬▬▬ ▬▬ ▬▬▬▬ ▬ ▬▬▬ ▬▬▬ ▬▬ ▬▬▬▬ ▬ ▬▬▬ ▬▬▬ ▬▬ ▬▬▬▬ ▬ ▬▬▬ ▬▬▬ ▬▬ ▬▬▬▬ ▬ ▬▬▬ ▬▬▬ ▬▬ ▬▬▬▬ ▬ ▬▬▬ ▬▬▬ ▬▬ ▬▬▬▬ ▬ ▬▬▬ ▬▬▬ ▬▬ ▬▬▬▬ ▬ ▬▬▬ ▬▬▬ ▬▬ ▬▬▬▬ ▬ ▬▬▬ ▬▬▬ ▬▬ ▬▬▬▬ ▬ ▬▬▬ ▬▬▬ ▬▬ ▬▬▬▬ ▬ ▬▬▬ ▬▬▬ ▬▬ ▬▬▬▬ ▬ ▬▬▬ ▬▬▬ ▬▬ ▬▬▬▬ ▬ ▬▬▬ ▬▬▬ ▬▬ ▬▬▬▬ ▬ ▬▬▬ ▬▬▬ ▬▬ ▬▬▬▬ ▬ ▬▬▬ ▬▬▬ ▬▬ ▬▬▬▬ ▬ ▬▬▬ ▬▬▬ ▬▬ ▬▬▬▬ ▬ ▬▬▬ ▬▬▬ ▬▬ ▬▬▬▬ ▬ ▬▬▬ ▬▬▬ ▬▬ ▬▬▬▬ ▬ ▬▬▬ ▬▬▬ ▬▬ ▬▬▬▬ ▬ ▬▬▬ ▬▬▬ ▬▬ ▬▬▬▬ ▬ ▬▬▬ ▬▬▬ ▬▬ ▬▬▬▬ ▬ ▬▬▬ ▬▬▬ ▬▬ ▬▬▬▬ ▬ ▬▬▬ ▬▬▬ ▬▬ ▬▬▬▬ ▬ ▬▬▬ ▬▬▬ ▬▬ ▬▬▬▬ ▬ ▬▬▬ ▬▬▬ ▬▬ ▬▬▬▬ ▬ ▬▬▬ ▬▬▬ ▬▬ ▬▬▬▬ ▬ ▬▬▬ ▬▬▬ ▬▬ ▬▬▬▬ ▬ ▬▬▬ ▬▬▬ ▬▬ ▬▬▬▬ ▬ ▬▬▬ ▬▬▬ ▬▬ ▬▬▬▬ ▬ ▬▬▬ ▬▬▬ ▬▬ ▬▬▬▬ ▬ ▬▬▬ ▬▬▬ ▬▬ ▬▬▬▬ ▬ ▬▬▬ ▬▬▬ ▬▬ ▬▬▬▬ ▬ ▬▬▬ ▬▬▬ ▬▬ ▬▬▬▬ ▬ ▬▬▬ ▬▬▬ ▬▬ ▬▬▬▬ ▬ ▬▬▬ ▬▬▬ ▬▬ ▬▬▬▬ ▬ ▬▬▬ ▬▬▬ ▬▬ ▬▬▬▬ ▬ ▬▬▬ ▬▬▬ ▬▬ ▬▬▬▬ ▬ ▬▬▬ ▬▬▬ ▬▬ ▬▬▬▬ ▬ ▬▬▬ ▬▬▬ ▬▬ ▬▬▬▬ ▬ ▬▬▬ ▬▬▬ ▬▬ ▬▬▬▬ ▬ ▬▬▬ ▬▬▬ ▬▬ ▬▬▬▬ ▬ ▬▬▬ ▬▬▬ ▬▬ ▬▬▬▬ ▬ ▬▬▬ ▬▬▬ ▬▬ ▬▬▬▬ ▬ ▬▬▬ ▬▬▬ ▬▬ ▬▬▬▬ ▬ ▬▬▬ ▬▬▬ ▬▬ ▬▬▬▬ ▬ ▬▬▬ ▬▬▬ ▬▬ ▬▬▬▬ ▬ ▬▬▬ ▬▬▬ ▬▬ ▬▬▬▬ ▬ ▬▬▬ ▬▬▬ ▬▬ ▬▬▬▬ ▬ ▬▬▬ ▬▬▬ ▬▬ ▬▬▬▬ ▬ ▬▬▬ ▬▬▬ ▬▬ ▬▬▬▬ ▬ ▬▬▬ ▬▬▬ ▬▬ ▬▬▬▬ ▬ ▬▬▬ ▬▬▬ ▬▬ ▬▬▬▬ ▬ ▬▬▬ ▬▬▬ ▬▬ ▬▬▬▬ ▬ ▬▬▬ ▬▬▬ ▬▬ ▬▬▬▬ ▬ ▬▬▬ ▬▬▬ ▬▬ ▬▬▬▬ ▬ ▬▬▬ ▬▬▬ ▬▬ ▬▬▬▬ ▬ ▬▬▬ ▬▬▬ ▬▬ ▬▬▬▬ ▬ ▬▬▬ ▬▬▬ ▬▬ ▬▬▬▬ ▬ ▬▬▬ ▬▬▬ ▬▬ ▬▬▬▬ ▬ ▬▬▬ ▬▬▬ ▬▬ ▬▬▬▬ ▬ ▬▬▬ ▬▬▬ ▬▬ ▬▬▬▬ ▬ ▬▬▬ ▬▬▬ ▬▬ ▬▬▬▬ ▬ ▬▬▬ ▬▬▬ ▬▬ ▬▬▬▬ ▬ ▬▬▬ ▬▬▬ ▬▬ ▬▬▬▬ ▬ ▬▬▬ ▬▬▬ ▬▬ ▬▬▬▬ ▬ ▬▬▬ ▬▬▬ ▬▬ ▬▬▬▬ ▬ ▬▬▬ ▬▬▬ ▬▬ ▬▬▬▬ ▬ ▬▬▬ ▬▬▬ ▬▬ ▬▬▬▬ ▬ ▬▬▬ ▬▬▬ ▬▬ ▬▬▬▬ ▬ ▬▬▬ ▬▬▬ ▬▬ ▬▬▬▬ ▬ ▬▬▬ ▬▬▬ ▬▬ ▬▬▬▬ ▬ ▬▬▬ ▬▬▬ ▬▬ ▬▬▬▬ ▬ ▬▬▬ ▬▬▬ ▬▬ ▬▬▬▬ ▬ ▬▬▬ ▬▬▬ ▬▬ ▬▬▬▬ ▬ ▬▬▬ ▬▬▬ ▬▬ ▬▬▬▬ ▬ ▬▬▬ ▬▬▬ ▬▬ ▬▬▬▬ ▬ ▬▬▬ ▬▬▬ ▬▬ ▬▬▬▬ ▬ ▬▬▬ ▬▬▬ ▬▬ ▬▬▬▬ ▬ ▬▬▬ ▬▬▬ ▬▬ ▬▬▬▬ ▬ ▬▬▬ ▬▬▬ ▬▬ ▬▬▬▬ ▬ ▬▬▬ ▬▬▬ ▬▬ ▬▬▬▬ ▬ ▬▬▬ ▬▬▬ ▬▬ ▬▬▬▬ ▬ ▬▬▬ ▬▬▬ ▬▬ ▬▬▬▬ ▬ ▬▬▬ ▬▬▬ ▬▬ ▬▬▬▬ ▬ ▬▬▬ ▬▬▬ ▬▬ ▬▬▬▬ ▬ ▬▬▬ ▬▬▬ ▬▬ ▬▬▬▬ ▬ ▬▬▬ ▬▬▬ ▬▬ ▬▬▬▬ ▬ ▬▬▬ ▬▬▬ ▬▬ ▬▬▬▬ ▬ ▬▬▬ ▬▬▬ ▬▬ ▬▬▬▬ ▬ ▬▬▬ ▬▬▬ ▬▬ ▬▬▬▬ ▬ ▬▬▬ ▬▬▬ ▬▬ ▬▬▬▬ ▬ ▬▬▬ ▬▬▬ ▬▬ ▬▬▬▬ ▬ ▬▬▬ ▬▬▬ ▬▬ ▬▬▬▬ ▬ ▬▬▬ ▬▬▬ ▬▬ ▬▬▬▬ ▬ ▬▬▬ ▬▬▬ ▬▬ ▬▬▬▬ ▬ ▬▬▬ ▬▬▬ ▬▬ ▬▬▬▬ ▬ ▬▬▬ ▬▬▬ ▬▬ ▬▬▬▬ ▬ ▬▬▬ ▬▬▬ ▬▬ ▬▬▬▬ ▬ ▬▬▬ ▬▬▬ ▬▬ ▬▬▬▬ ▬ ▬▬▬ ▬▬▬ ▬▬ ▬▬▬▬ ▬ ▬▬▬ ▬▬▬ ▬▬ ▬▬▬▬ ▬ ▬▬▬ ▬▬▬ ▬▬ ▬▬▬▬ ▬ ▬▬▬ ▬▬▬ ▬▬ ▬▬▬▬ ▬ ▬▬▬ ▬▬▬ ▬▬ ▬▬▬▬ ▬ ▬▬▬ ▬▬▬ ▬▬ ▬▬▬▬ ▬ ▬▬▬ ▬▬▬ ▬▬ ▬▬▬▬ ▬ ▬▬▬ ▬▬▬ ▬▬ ▬▬▬▬ ▬ ▬▬▬ ▬▬▬ ▬▬ ▬▬▬▬ ▬ ▬▬▬ ▬▬▬ ▬▬ ▬▬▬▬ ▬ ▬▬▬ ▬▬▬ ▬▬ ▬▬▬▬ ▬ ▬▬▬ ▬▬▬ ▬▬ ▬▬▬▬ ▬ ▬▬▬ ▬▬▬ ▬▬ ▬▬▬▬ ▬ ▬▬▬ ▬▬▬ ▬▬ ▬▬▬▬ ▬ ▬▬▬ ▬▬▬ ▬▬ ▬▬▬▬ ▬ ▬▬▬ ▬▬▬ ▬▬ ▬▬▬▬ ▬ ▬▬▬ ▬▬▬ ▬▬ ▬▬▬▬ ▬ ▬▬▬ ▬▬▬ ▬▬ ▬▬▬▬ ▬ ▬▬▬ ▬▬▬ ▬▬ ▬▬▬▬ ▬ ▬▬▬ ▬▬▬ ▬▬ ▬▬▬▬ ▬ ▬▬▬ ▬▬▬ ▬▬ ▬▬▬▬ ▬ ▬▬▬ ▬▬▬ ▬▬ ▬▬▬▬ ▬ ▬▬▬ ▬▬▬ ▬▬ ▬▬▬▬ ▬ ▬▬▬ ▬▬▬ ▬▬ ▬▬▬▬ ▬ ▬▬▬ ▬▬▬ ▬▬ ▬▬▬▬ ▬ ▬▬▬ ▬▬▬ ▬▬ ▬▬▬▬ ▬ ▬▬▬ ▬▬▬ ▬▬ ▬▬▬▬ ▬ ▬▬▬ ▬▬▬ ▬▬ ▬▬▬▬ ▬ ▬▬▬ ▬▬▬ ▬▬ ▬▬▬▬ ▬ ▬▬▬ ▬▬▬ ▬▬ ▬▬▬▬ ▬ ▬▬▬ ▬▬▬ ▬▬ ▬▬▬▬ ▬ ▬▬▬ ▬▬▬ ▬▬ ▬▬▬▬ ▬: [512, 422, 627, 1262]
tide-cell: 11.45: [35, 83, 47, 89]
card-title: MALONE, MCVEAGH AND ANDERSON, SOLICITORS,: [275, 594, 353, 608]
story-heading: FRENCH STRIKES CONTINUE: [775, 1125, 841, 1141]
mens-hats-title: MEN'S HATS: [649, 1166, 732, 1182]
tide-cell: 9.35: [86, 59, 96, 64]
divider: [380, 134, 502, 136]
football-heading: FOOTBALL.: [550, 403, 586, 410]
divider: [635, 1278, 746, 1280]
tide-cell: Mon. 9: [5, 53, 20, 58]
